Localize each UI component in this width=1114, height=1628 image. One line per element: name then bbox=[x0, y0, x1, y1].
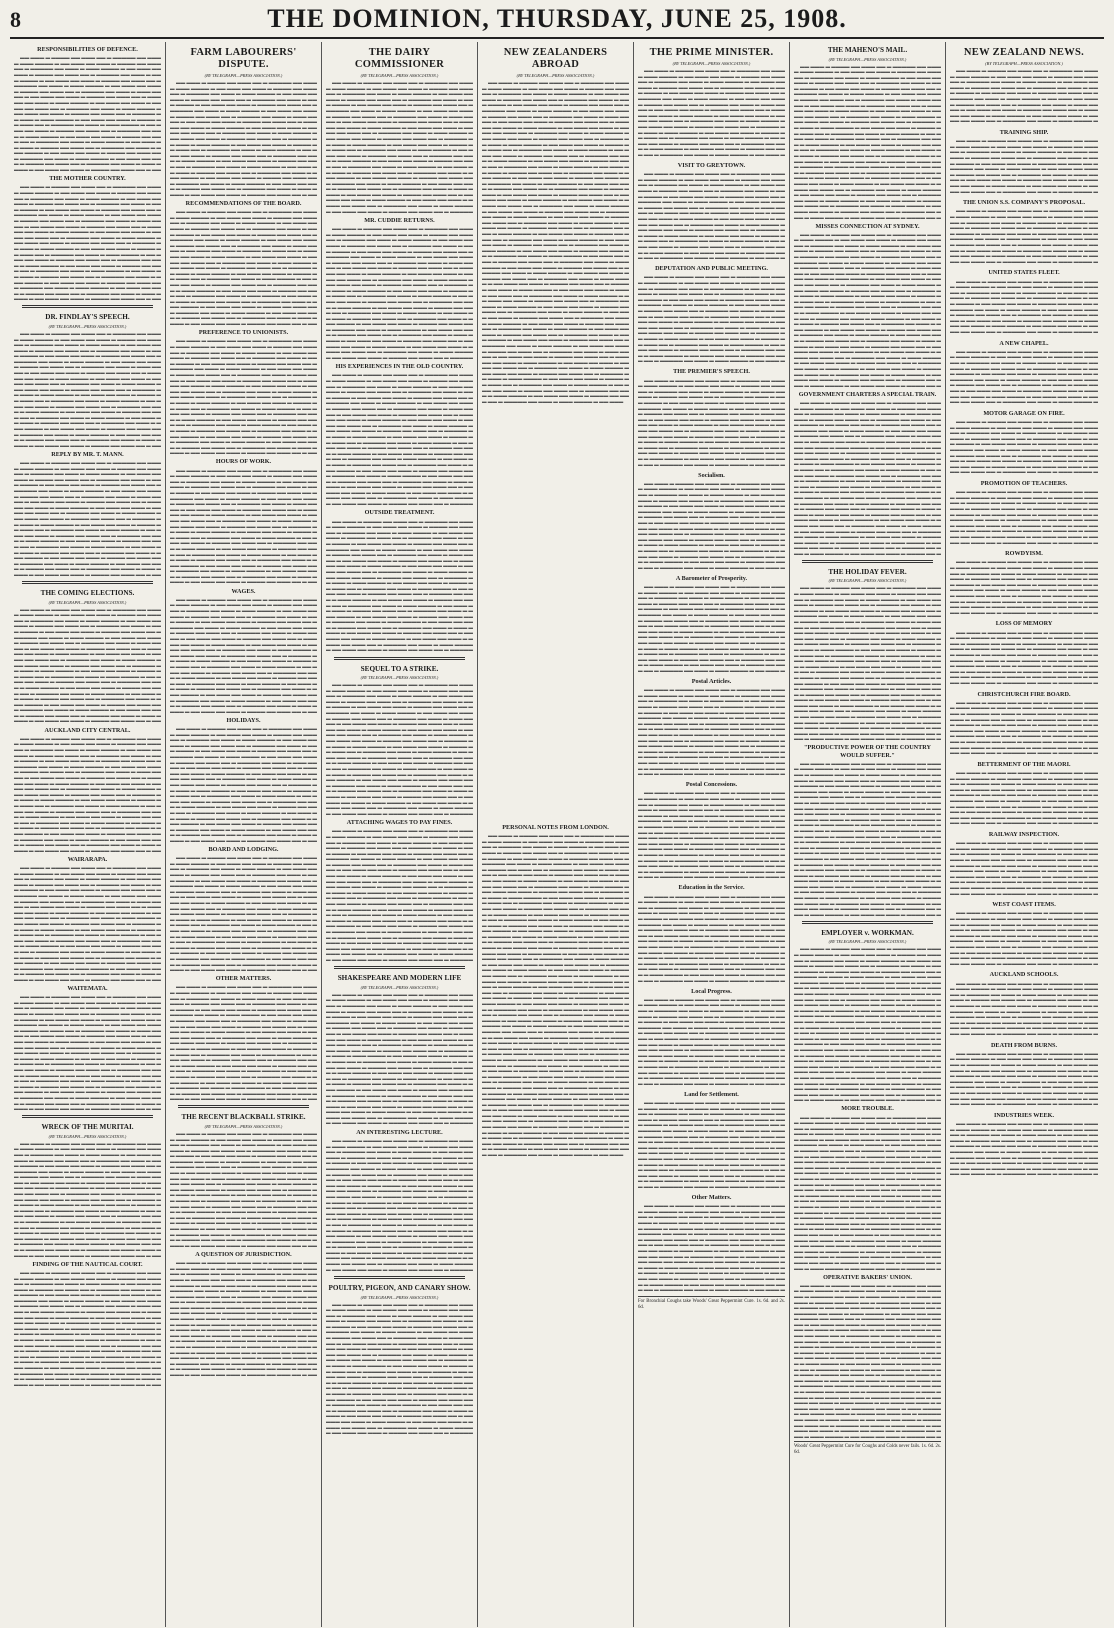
article-body-texture: ▬▬ ▬▬▬ ▬ ▬▬▬▬ ▬▬ ▬▬▬ ▬▬ ▬ ▬▬▬▬▬ ▬▬ ▬▬▬ ▬ ▬▬▬ ▬▬▬▬ ▬ ▬▬ ▬▬▬ ▬▬ ▬▬▬ ▬ ▬▬▬▬ ▬▬ ▬▬▬ ▬▬ ▬ ▬▬▬▬▬ ▬▬ ▬▬▬ ▬ ▬▬▬ ▬▬▬▬ ▬ ▬▬ ▬▬▬ ▬▬ ▬▬▬ ▬ ▬▬▬▬ ▬▬ ▬▬▬ ▬▬ ▬ ▬▬▬▬▬ ▬▬ ▬▬▬ ▬ ▬▬▬ ▬▬▬▬ ▬ ▬▬ ▬▬▬ ▬▬ ▬▬▬ ▬ ▬▬▬▬ ▬▬ ▬▬▬ ▬▬ ▬ ▬▬▬▬▬ ▬▬ ▬▬▬ ▬ ▬▬▬ ▬▬▬▬ ▬ ▬▬ ▬▬▬ ▬▬ ▬▬▬ ▬ ▬▬▬▬ ▬▬ ▬▬▬ ▬▬ ▬ ▬▬▬▬▬ ▬▬ ▬▬▬ ▬ ▬▬▬ ▬▬▬▬ ▬ ▬▬ ▬▬▬ ▬▬ ▬▬▬ ▬ ▬▬▬▬ ▬▬ ▬▬▬ ▬▬ ▬ ▬▬▬▬▬ ▬▬ ▬▬▬ ▬ ▬▬▬ ▬▬▬▬ ▬ ▬▬ ▬▬▬ ▬▬ ▬▬▬ ▬ ▬▬▬▬ ▬▬ ▬▬▬ ▬▬ ▬ ▬▬▬▬▬ ▬▬ ▬▬▬ ▬ ▬▬▬ ▬▬▬▬ ▬ bbox=[950, 699, 1098, 756]
headline: SEQUEL TO A STRIKE. bbox=[360, 664, 439, 673]
article-body-texture: ▬▬ ▬▬▬ ▬ ▬▬▬▬ ▬▬ ▬▬▬ ▬▬ ▬ ▬▬▬▬▬ ▬▬ ▬▬▬ ▬ ▬▬▬ ▬▬▬▬ ▬ ▬▬ ▬▬▬ ▬▬ ▬▬▬ ▬ ▬▬▬▬ ▬▬ ▬▬▬ ▬▬ ▬ ▬▬▬▬▬ ▬▬ ▬▬▬ ▬ ▬▬▬ ▬▬▬▬ ▬ ▬▬ ▬▬▬ ▬▬ ▬▬▬ ▬ ▬▬▬▬ ▬▬ ▬▬▬ ▬▬ ▬ ▬▬▬▬▬ ▬▬ ▬▬▬ ▬ ▬▬▬ ▬▬▬▬ ▬ ▬▬ ▬▬▬ ▬▬ ▬▬▬ ▬ ▬▬▬▬ ▬▬ ▬▬▬ ▬▬ ▬ ▬▬▬▬▬ ▬▬ ▬▬▬ ▬ ▬▬▬ ▬▬▬▬ ▬ ▬▬ ▬▬▬ ▬▬ ▬▬▬ ▬ ▬▬▬▬ ▬▬ ▬▬▬ ▬▬ ▬ ▬▬▬▬▬ ▬▬ ▬▬▬ ▬ ▬▬▬ ▬▬▬▬ ▬ ▬▬ ▬▬▬ ▬▬ ▬▬▬ ▬ ▬▬▬▬ ▬▬ ▬▬▬ ▬▬ ▬ ▬▬▬▬▬ ▬▬ ▬▬▬ ▬ ▬▬▬ ▬▬▬▬ ▬ ▬▬ ▬▬▬ ▬▬ ▬▬▬ ▬ ▬▬▬▬ ▬▬ ▬▬▬ ▬▬ ▬ ▬▬▬▬▬ ▬▬ ▬▬▬ ▬ ▬▬▬ ▬▬▬▬ ▬ bbox=[950, 1121, 1098, 1177]
headline: EMPLOYER v. WORKMAN. bbox=[821, 928, 914, 937]
headline: REPLY BY MR. T. MANN. bbox=[51, 450, 124, 458]
masthead bbox=[10, 4, 1104, 39]
headline: THE RECENT BLACKBALL STRIKE. bbox=[181, 1113, 306, 1122]
article-body-texture: ▬▬ ▬▬▬ ▬ ▬▬▬▬ ▬▬ ▬▬▬ ▬▬ ▬ ▬▬▬▬▬ ▬▬ ▬▬▬ ▬ ▬▬▬ ▬▬▬▬ ▬ ▬▬ ▬▬▬ ▬▬ ▬▬▬ ▬ ▬▬▬▬ ▬▬ ▬▬▬ ▬▬ ▬ ▬▬▬▬▬ ▬▬ ▬▬▬ ▬ ▬▬▬ ▬▬▬▬ ▬ ▬▬ ▬▬▬ ▬▬ ▬▬▬ ▬ ▬▬▬▬ ▬▬ ▬▬▬ ▬▬ ▬ ▬▬▬▬▬ ▬▬ ▬▬▬ ▬ ▬▬▬ ▬▬▬▬ ▬ ▬▬ ▬▬▬ ▬▬ ▬▬▬ ▬ ▬▬▬▬ ▬▬ ▬▬▬ ▬▬ ▬ ▬▬▬▬▬ ▬▬ ▬▬▬ ▬ ▬▬▬ ▬▬▬▬ ▬ ▬▬ ▬▬▬ ▬▬ ▬▬▬ ▬ ▬▬▬▬ ▬▬ ▬▬▬ ▬▬ ▬ ▬▬▬▬▬ ▬▬ ▬▬▬ ▬ ▬▬▬ ▬▬▬▬ ▬ ▬▬ ▬▬▬ ▬▬ ▬▬▬ ▬ ▬▬▬▬ ▬▬ ▬▬▬ ▬▬ ▬ ▬▬▬▬▬ ▬▬ ▬▬▬ ▬ ▬▬▬ ▬▬▬▬ ▬ ▬▬ ▬▬▬ ▬▬ ▬▬▬ ▬ ▬▬▬▬ ▬▬ ▬▬▬ ▬▬ ▬ ▬▬▬▬▬ ▬▬ ▬▬▬ ▬ ▬▬▬ ▬▬▬▬ ▬ bbox=[950, 629, 1098, 685]
article-body-texture: ▬▬ ▬▬▬ ▬ ▬▬▬▬ ▬▬ ▬▬▬ ▬▬ ▬ ▬▬▬▬▬ ▬▬ ▬▬▬ ▬ ▬▬▬ ▬▬▬▬ ▬ ▬▬ ▬▬▬ ▬▬ ▬▬▬ ▬ ▬▬▬▬ ▬▬ ▬▬▬ ▬▬ ▬ ▬▬▬▬▬ ▬▬ ▬▬▬ ▬ ▬▬▬ ▬▬▬▬ ▬ ▬▬ ▬▬▬ ▬▬ ▬▬▬ ▬ ▬▬▬▬ ▬▬ ▬▬▬ ▬▬ ▬ ▬▬▬▬▬ ▬▬ ▬▬▬ ▬ ▬▬▬ ▬▬▬▬ ▬ ▬▬ ▬▬▬ ▬▬ ▬▬▬ ▬ ▬▬▬▬ ▬▬ ▬▬▬ ▬▬ ▬ ▬▬▬▬▬ ▬▬ ▬▬▬ ▬ ▬▬▬ ▬▬▬▬ ▬ ▬▬ ▬▬▬ ▬▬ ▬▬▬ ▬ ▬▬▬▬ ▬▬ ▬▬▬ ▬▬ ▬ ▬▬▬▬▬ ▬▬ ▬▬▬ ▬ ▬▬▬ ▬▬▬▬ ▬ ▬▬ ▬▬▬ ▬▬ ▬▬▬ ▬ ▬▬▬▬ ▬▬ ▬▬▬ ▬▬ ▬ ▬▬▬▬▬ ▬▬ ▬▬▬ ▬ ▬▬▬ ▬▬▬▬ ▬ ▬▬ ▬▬▬ ▬▬ ▬▬▬ ▬ ▬▬▬▬ ▬▬ ▬▬▬ ▬▬ ▬ ▬▬▬▬▬ ▬▬ ▬▬▬ ▬ ▬▬▬ ▬▬▬▬ ▬ ▬▬ ▬▬▬ ▬▬ ▬▬▬ ▬ ▬▬▬▬ ▬▬ ▬▬▬ ▬▬ ▬ ▬▬▬▬▬ ▬▬ ▬▬▬ ▬ ▬▬▬ ▬▬▬▬ ▬ ▬▬ ▬▬▬ ▬▬ ▬▬▬ ▬ ▬▬▬▬ ▬▬ ▬▬▬ ▬▬ ▬ ▬▬▬▬▬ ▬▬ ▬▬▬ ▬ ▬▬▬ ▬▬▬▬ ▬ ▬▬ ▬▬▬ ▬▬ ▬▬▬ ▬ ▬▬▬▬ ▬▬ ▬▬▬ ▬▬ ▬ ▬▬▬▬▬ ▬▬ ▬▬▬ ▬ ▬▬▬ ▬▬▬▬ ▬ ▬▬ ▬▬▬ ▬▬ ▬▬▬ ▬ ▬▬▬▬ ▬▬ ▬▬▬ ▬▬ ▬ ▬▬▬▬▬ ▬▬ ▬▬▬ ▬ ▬▬▬ ▬▬▬▬ ▬ ▬▬ ▬▬▬ ▬▬ ▬▬▬ ▬ ▬▬▬▬ ▬▬ ▬▬▬ ▬▬ ▬ ▬▬▬▬▬ ▬▬ ▬▬▬ ▬ ▬▬▬ ▬▬▬▬ ▬ ▬▬ ▬▬▬ ▬▬ ▬▬▬ ▬ ▬▬▬▬ ▬▬ ▬▬▬ ▬▬ ▬ ▬▬▬▬▬ ▬▬ ▬▬▬ ▬ ▬▬▬ ▬▬▬▬ ▬ ▬▬ ▬▬▬ ▬▬ ▬▬▬ ▬ ▬▬▬▬ ▬▬ ▬▬▬ ▬▬ ▬ ▬▬▬▬▬ ▬▬ ▬▬▬ ▬ ▬▬▬ ▬▬▬▬ ▬ ▬▬ ▬▬▬ ▬▬ ▬▬▬ ▬ ▬▬▬▬ ▬▬ ▬▬▬ ▬▬ ▬ ▬▬ bbox=[170, 596, 317, 713]
article-body-texture: ▬▬ ▬▬▬ ▬ ▬▬▬▬ ▬▬ ▬▬▬ ▬▬ ▬ ▬▬▬▬▬ ▬▬ ▬▬▬ ▬ ▬▬▬ ▬▬▬▬ ▬ ▬▬ ▬▬▬ ▬▬ ▬▬▬ ▬ ▬▬▬▬ ▬▬ ▬▬▬ ▬▬ ▬ ▬▬▬▬▬ ▬▬ ▬▬▬ ▬ ▬▬▬ ▬▬▬▬ ▬ ▬▬ ▬▬▬ ▬▬ ▬▬▬ ▬ ▬▬▬▬ ▬▬ ▬▬▬ ▬▬ ▬ ▬▬▬▬▬ ▬▬ ▬▬▬ ▬ ▬▬▬ ▬▬▬▬ ▬ ▬▬ ▬▬▬ ▬▬ ▬▬▬ ▬ ▬▬▬▬ ▬▬ ▬▬▬ ▬▬ ▬ ▬▬▬▬▬ ▬▬ ▬▬▬ ▬ ▬▬▬ ▬▬▬▬ ▬ ▬▬ ▬▬▬ ▬▬ ▬▬▬ ▬ ▬▬▬▬ ▬▬ ▬▬▬ ▬▬ ▬ ▬▬▬▬▬ ▬▬ ▬▬▬ ▬ ▬▬▬ ▬▬▬▬ ▬ ▬▬ ▬▬▬ ▬▬ ▬▬▬ ▬ ▬▬▬▬ ▬▬ ▬▬▬ ▬▬ ▬ ▬▬▬▬▬ ▬▬ ▬▬▬ ▬ ▬▬▬ ▬▬▬▬ ▬ ▬▬ ▬▬▬ ▬▬ ▬▬▬ ▬ ▬▬▬▬ ▬▬ ▬▬▬ ▬▬ ▬ ▬▬▬▬▬ ▬▬ ▬▬▬ ▬ ▬▬▬ ▬▬▬▬ ▬ ▬▬ ▬▬▬ ▬▬ ▬▬▬ ▬ ▬▬▬▬ ▬▬ ▬▬▬ ▬▬ ▬ ▬▬▬▬▬ ▬▬ ▬▬▬ ▬ ▬▬▬ ▬▬▬▬ ▬ ▬▬ ▬▬▬ ▬▬ ▬▬▬ ▬ ▬▬▬▬ ▬▬ ▬▬▬ ▬▬ ▬ ▬▬▬▬▬ ▬▬ ▬▬▬ ▬ ▬▬▬ ▬▬▬▬ ▬ ▬▬ ▬▬▬ ▬▬ ▬▬▬ ▬ ▬▬▬▬ ▬▬ ▬▬▬ ▬▬ ▬ ▬▬▬▬▬ ▬▬ ▬▬▬ ▬ ▬▬▬ ▬▬▬▬ ▬ ▬▬ ▬▬▬ ▬▬ ▬▬▬ ▬ ▬▬▬▬ ▬▬ ▬▬▬ ▬▬ ▬ ▬▬▬▬▬ ▬▬ ▬▬▬ ▬ ▬▬▬ ▬▬▬▬ ▬ ▬▬ ▬▬▬ ▬▬ ▬▬▬ ▬ ▬▬▬▬ ▬▬ ▬▬▬ ▬▬ ▬ ▬▬▬▬▬ ▬▬ ▬▬▬ ▬ ▬▬▬ ▬▬▬▬ ▬ ▬▬ ▬▬▬ ▬▬ ▬▬▬ ▬ ▬▬▬▬ ▬▬ ▬▬▬ ▬▬ ▬ ▬▬▬▬▬ ▬▬ ▬▬▬ ▬ ▬▬▬ ▬▬▬▬ ▬ ▬▬ ▬▬▬ ▬▬ ▬▬▬ ▬ ▬▬▬▬ ▬▬ ▬▬▬ ▬▬ ▬ ▬▬▬▬▬ ▬▬ ▬▬▬ ▬ ▬▬▬ ▬▬▬▬ ▬ ▬▬ ▬▬▬ ▬▬ ▬▬▬ ▬ ▬▬▬▬ ▬▬ ▬▬▬ ▬▬ ▬ ▬▬▬▬▬ ▬▬ ▬▬▬ ▬ ▬▬▬ ▬▬▬▬ ▬ ▬▬ ▬▬▬ ▬▬ ▬▬▬ ▬ ▬▬▬▬ ▬▬ ▬▬▬ ▬▬ ▬ ▬▬▬▬▬ ▬▬ ▬▬▬ ▬ ▬▬▬ ▬▬▬▬ ▬ ▬▬ ▬▬▬ ▬▬ ▬▬▬ ▬ ▬▬▬▬ ▬▬ ▬▬▬ ▬▬ ▬ ▬▬▬▬▬ ▬▬ ▬▬▬ ▬ ▬▬▬ ▬▬▬▬ ▬ ▬▬ ▬▬▬ ▬▬ ▬▬▬ ▬ ▬▬▬▬ ▬▬ ▬▬▬ ▬▬ ▬ ▬▬▬▬▬ ▬▬ ▬▬▬ ▬ ▬▬▬ ▬▬▬▬ ▬ ▬▬ ▬▬▬ ▬▬ ▬▬▬ ▬ ▬▬▬▬ ▬▬ ▬▬▬ ▬▬ ▬ ▬▬▬▬▬ ▬▬ ▬▬▬ ▬ ▬▬▬ ▬▬▬▬ ▬ ▬▬ ▬▬▬ ▬▬ ▬▬▬ ▬ ▬▬▬▬ ▬▬ ▬ bbox=[794, 63, 941, 219]
column-container bbox=[10, 42, 1104, 1627]
headline: UNITED STATES FLEET. bbox=[988, 269, 1060, 277]
article-body-texture: ▬▬ ▬▬▬ ▬ ▬▬▬▬ ▬▬ ▬▬▬ ▬▬ ▬ ▬▬▬▬▬ ▬▬ ▬▬▬ ▬ ▬▬▬ ▬▬▬▬ ▬ ▬▬ ▬▬▬ ▬▬ ▬▬▬ ▬ ▬▬▬▬ ▬▬ ▬▬▬ ▬▬ ▬ ▬▬▬▬▬ ▬▬ ▬▬▬ ▬ ▬▬▬ ▬▬▬▬ ▬ ▬▬ ▬▬▬ ▬▬ ▬▬▬ ▬ ▬▬▬▬ ▬▬ ▬▬▬ ▬▬ ▬ ▬▬▬▬▬ ▬▬ ▬▬▬ ▬ ▬▬▬ ▬▬▬▬ ▬ ▬▬ ▬▬▬ ▬▬ ▬▬▬ ▬ ▬▬▬▬ ▬▬ ▬▬▬ ▬▬ ▬ ▬▬▬▬▬ ▬▬ ▬▬▬ ▬ ▬▬▬ ▬▬▬▬ ▬ ▬▬ ▬▬▬ ▬▬ ▬▬▬ ▬ ▬▬▬▬ ▬▬ ▬▬▬ ▬▬ ▬ ▬▬▬▬▬ ▬▬ ▬▬▬ ▬ ▬▬▬ ▬▬▬▬ ▬ ▬▬ ▬▬▬ ▬▬ ▬▬▬ ▬ ▬▬▬▬ ▬▬ ▬▬▬ ▬▬ ▬ ▬▬▬▬▬ ▬▬ ▬▬▬ ▬ ▬▬▬ ▬▬▬▬ ▬ ▬▬ ▬▬▬ ▬▬ ▬▬▬ ▬ ▬▬▬▬ ▬▬ ▬▬▬ ▬▬ ▬ ▬▬▬▬▬ ▬▬ ▬▬▬ ▬ ▬▬▬ ▬▬▬▬ ▬ bbox=[950, 138, 1098, 194]
headline: BETTERMENT OF THE MAORI. bbox=[977, 760, 1071, 768]
dateline: (BY TELEGRAPH—PRESS ASSOCIATION.) bbox=[828, 56, 907, 62]
article-body-texture: ▬▬ ▬▬▬ ▬ ▬▬▬▬ ▬▬ ▬▬▬ ▬▬ ▬ ▬▬▬▬▬ ▬▬ ▬▬▬ ▬ ▬▬▬ ▬▬▬▬ ▬ ▬▬ ▬▬▬ ▬▬ ▬▬▬ ▬ ▬▬▬▬ ▬▬ ▬▬▬ ▬▬ ▬ ▬▬▬▬▬ ▬▬ ▬▬▬ ▬ ▬▬▬ ▬▬▬▬ ▬ ▬▬ ▬▬▬ ▬▬ ▬▬▬ ▬ ▬▬▬▬ ▬▬ ▬▬▬ ▬▬ ▬ ▬▬▬▬▬ ▬▬ ▬▬▬ ▬ ▬▬▬ ▬▬▬▬ ▬ ▬▬ ▬▬▬ ▬▬ ▬▬▬ ▬ ▬▬▬▬ ▬▬ ▬▬▬ ▬▬ ▬ ▬▬▬▬▬ ▬▬ ▬▬▬ ▬ ▬▬▬ ▬▬▬▬ ▬ ▬▬ ▬▬▬ ▬▬ ▬▬▬ ▬ ▬▬▬▬ ▬▬ ▬▬▬ ▬▬ ▬ ▬▬▬▬▬ ▬▬ ▬▬▬ ▬ ▬▬▬ ▬▬▬▬ ▬ ▬▬ ▬▬▬ ▬▬ ▬▬▬ ▬ ▬▬▬▬ ▬▬ ▬▬▬ ▬▬ ▬ ▬▬▬▬▬ ▬▬ ▬▬▬ ▬ ▬▬▬ ▬▬▬▬ ▬ ▬▬ ▬▬▬ ▬▬ ▬▬▬ ▬ ▬▬▬▬ ▬▬ ▬▬▬ ▬▬ ▬ ▬▬▬▬▬ ▬▬ ▬▬▬ ▬ ▬▬▬ ▬▬▬▬ ▬ ▬▬ ▬▬▬ ▬▬ ▬▬▬ ▬ ▬▬▬▬ ▬▬ ▬▬▬ ▬▬ ▬ ▬▬▬▬▬ ▬▬ ▬▬▬ ▬ ▬▬▬ ▬▬▬▬ ▬ ▬▬ ▬▬▬ ▬▬ ▬▬▬ ▬ ▬▬▬▬ ▬▬ ▬▬▬ ▬▬ ▬ ▬▬▬▬▬ ▬▬ ▬▬▬ ▬ ▬▬▬ ▬▬▬▬ ▬ ▬▬ ▬▬▬ ▬▬ ▬▬▬ ▬ ▬▬▬▬ ▬▬ ▬▬▬ ▬▬ ▬ ▬▬▬▬▬ ▬▬ ▬▬▬ ▬ ▬▬▬ ▬▬▬▬ ▬ ▬▬ ▬▬▬ ▬▬ ▬▬▬ ▬ ▬▬▬▬ ▬▬ ▬▬▬ ▬▬ ▬ ▬▬▬▬▬ ▬▬ ▬▬▬ ▬ ▬▬▬ ▬▬▬▬ ▬ ▬▬ ▬▬▬ ▬▬ ▬▬▬ ▬ ▬▬▬▬ ▬▬ ▬▬▬ ▬▬ ▬ ▬▬▬▬▬ ▬▬ ▬▬▬ ▬ ▬▬▬ ▬▬▬▬ ▬ ▬▬ ▬▬▬ ▬▬ ▬▬▬ ▬ ▬▬▬▬ ▬▬ ▬▬▬ ▬▬ ▬ ▬▬▬▬▬ ▬▬ ▬▬▬ ▬ ▬▬▬ ▬▬▬▬ ▬ ▬▬ ▬▬▬ ▬▬ ▬▬▬ ▬ ▬▬▬▬ ▬▬ ▬▬▬ ▬▬ ▬ ▬▬▬▬▬ ▬▬ ▬▬▬ ▬ ▬▬▬ ▬▬▬▬ ▬ ▬▬ ▬▬▬ ▬▬ ▬▬▬ ▬ ▬▬▬▬ ▬▬ ▬▬▬ ▬▬ ▬ ▬▬ bbox=[170, 1260, 317, 1377]
article-body-texture: ▬▬ ▬▬▬ ▬ ▬▬▬▬ ▬▬ ▬▬▬ ▬▬ ▬ ▬▬▬▬▬ ▬▬ ▬▬▬ ▬ ▬▬▬ ▬▬▬▬ ▬ ▬▬ ▬▬▬ ▬▬ ▬▬▬ ▬ ▬▬▬▬ ▬▬ ▬▬▬ ▬▬ ▬ ▬▬▬▬▬ ▬▬ ▬▬▬ ▬ ▬▬▬ ▬▬▬▬ ▬ ▬▬ ▬▬▬ ▬▬ ▬▬▬ ▬ ▬▬▬▬ ▬▬ ▬▬▬ ▬▬ ▬ ▬▬▬▬▬ ▬▬ ▬▬▬ ▬ ▬▬▬ ▬▬▬▬ ▬ ▬▬ ▬▬▬ ▬▬ ▬▬▬ ▬ ▬▬▬▬ ▬▬ ▬▬▬ ▬▬ ▬ ▬▬▬▬▬ ▬▬ ▬▬▬ ▬ ▬▬▬ ▬▬▬▬ ▬ ▬▬ ▬▬▬ ▬▬ ▬▬▬ ▬ ▬▬▬▬ ▬▬ ▬▬▬ ▬▬ ▬ ▬▬▬▬▬ ▬▬ ▬▬▬ ▬ ▬▬▬ ▬▬▬▬ ▬ ▬▬ ▬▬▬ ▬▬ ▬▬▬ ▬ ▬▬▬▬ ▬▬ ▬▬▬ ▬▬ ▬ ▬▬▬▬▬ ▬▬ ▬▬▬ ▬ ▬▬▬ ▬▬▬▬ ▬ ▬▬ ▬▬▬ ▬▬ ▬▬▬ ▬ ▬▬▬▬ ▬▬ ▬▬▬ ▬▬ ▬ ▬▬▬▬▬ ▬▬ ▬▬▬ ▬ ▬▬▬ ▬▬▬▬ ▬ ▬▬ ▬▬▬ ▬▬ ▬▬▬ ▬ ▬▬▬▬ ▬▬ ▬▬▬ ▬▬ ▬ ▬▬▬▬▬ ▬▬ ▬▬▬ ▬ ▬▬▬ ▬▬▬▬ ▬ ▬▬ ▬▬▬ ▬▬ ▬▬▬ ▬ ▬▬▬▬ ▬▬ ▬▬▬ ▬▬ ▬ ▬▬▬▬▬ ▬▬ ▬▬▬ ▬ ▬▬▬ ▬▬▬▬ ▬ ▬▬ ▬▬▬ ▬▬ ▬▬▬ ▬ ▬▬▬▬ ▬▬ ▬▬▬ ▬▬ ▬ ▬▬▬▬▬ ▬▬ ▬▬▬ ▬ ▬▬▬ ▬▬▬▬ ▬ ▬▬ ▬▬▬ ▬▬ ▬▬▬ ▬ ▬▬▬▬ ▬▬ ▬▬▬ ▬▬ ▬ ▬▬▬▬▬ ▬▬ ▬▬▬ ▬ ▬▬▬ ▬▬▬▬ ▬ ▬▬ ▬▬▬ ▬▬ ▬▬▬ ▬ ▬▬▬▬ ▬▬ ▬▬▬ ▬▬ ▬ ▬▬▬▬▬ ▬▬ ▬▬▬ ▬ ▬▬▬ ▬▬▬▬ ▬ ▬▬ ▬▬▬ ▬▬ ▬▬▬ ▬ ▬▬▬▬ ▬▬ ▬▬▬ ▬▬ ▬ ▬▬▬▬▬ ▬▬ ▬▬▬ ▬ ▬▬▬ ▬▬▬▬ ▬ ▬▬ ▬▬▬ ▬▬ ▬▬▬ ▬ ▬▬▬▬ ▬▬ ▬▬▬ ▬▬ ▬ ▬▬▬▬▬ ▬▬ ▬▬▬ ▬ ▬▬▬ ▬▬▬▬ ▬ ▬▬ ▬▬▬ ▬▬ ▬▬▬ ▬ ▬▬▬▬ ▬▬ ▬▬▬ ▬▬ ▬ ▬▬▬▬▬ ▬▬ ▬▬▬ ▬ ▬▬▬ ▬▬▬▬ ▬ ▬▬ ▬▬▬ ▬▬ ▬▬▬ ▬ ▬▬▬▬ ▬▬ ▬▬▬ ▬▬ ▬ ▬▬▬▬▬ ▬▬ ▬▬▬ ▬ ▬▬▬ ▬▬▬▬ ▬ ▬▬ ▬▬▬ ▬▬ ▬▬▬ ▬ ▬▬▬▬ ▬▬ ▬▬▬ ▬▬ ▬ ▬▬▬▬▬ ▬▬ ▬▬▬ ▬ ▬▬▬ ▬▬▬▬ ▬ ▬▬ ▬▬▬ ▬▬ ▬▬▬ ▬ ▬▬▬▬ ▬▬ ▬▬▬ ▬▬ ▬ ▬▬▬▬▬ ▬▬ ▬▬▬ ▬ ▬▬▬ ▬▬▬▬ ▬ ▬▬ ▬▬▬ ▬▬ ▬▬▬ ▬ ▬▬▬▬ ▬▬ ▬▬▬ ▬▬ ▬ ▬▬▬▬▬ ▬▬ ▬▬▬ ▬ ▬▬▬ ▬▬▬▬ ▬ ▬▬ ▬▬▬ ▬▬ ▬▬▬ ▬ ▬▬▬▬ ▬▬ ▬ bbox=[794, 399, 941, 555]
article-body-texture: ▬▬ ▬▬▬ ▬ ▬▬▬▬ ▬▬ ▬▬▬ ▬▬ ▬ ▬▬▬▬▬ ▬▬ ▬▬▬ ▬ ▬▬▬ ▬▬▬▬ ▬ ▬▬ ▬▬▬ ▬▬ ▬▬▬ ▬ ▬▬▬▬ ▬▬ ▬▬▬ ▬▬ ▬ ▬▬▬▬▬ ▬▬ ▬▬▬ ▬ ▬▬▬ ▬▬▬▬ ▬ ▬▬ ▬▬▬ ▬▬ ▬▬▬ ▬ ▬▬▬▬ ▬▬ ▬▬▬ ▬▬ ▬ ▬▬▬▬▬ ▬▬ ▬▬▬ ▬ ▬▬▬ ▬▬▬▬ ▬ ▬▬ ▬▬▬ ▬▬ ▬▬▬ ▬ ▬▬▬▬ ▬▬ ▬▬▬ ▬▬ ▬ ▬▬▬▬▬ ▬▬ ▬▬▬ ▬ ▬▬▬ ▬▬▬▬ ▬ ▬▬ ▬▬▬ ▬▬ ▬▬▬ ▬ ▬▬▬▬ ▬▬ ▬▬▬ ▬▬ ▬ ▬▬▬▬▬ ▬▬ ▬▬▬ ▬ ▬▬▬ ▬▬▬▬ ▬ ▬▬ ▬▬▬ ▬▬ ▬▬▬ ▬ ▬▬▬▬ ▬▬ ▬▬▬ ▬▬ ▬ ▬▬▬▬▬ ▬▬ ▬▬▬ ▬ ▬▬▬ ▬▬▬▬ ▬ ▬▬ ▬▬▬ ▬▬ ▬▬▬ ▬ ▬▬▬▬ ▬▬ ▬▬▬ ▬▬ ▬ ▬▬▬▬▬ ▬▬ ▬▬▬ ▬ ▬▬▬ ▬▬▬▬ ▬ ▬▬ ▬▬▬ ▬▬ ▬▬▬ ▬ ▬▬▬▬ ▬▬ ▬▬▬ ▬▬ ▬ ▬▬▬▬▬ ▬▬ ▬▬▬ ▬ ▬▬▬ ▬▬▬▬ ▬ ▬▬ ▬▬▬ ▬▬ ▬▬▬ ▬ ▬▬▬▬ ▬▬ ▬▬▬ ▬▬ ▬ ▬▬▬▬▬ ▬▬ ▬▬▬ ▬ ▬▬▬ ▬▬▬▬ ▬ ▬▬ ▬▬▬ ▬▬ ▬▬▬ ▬ ▬▬▬▬ ▬▬ ▬▬▬ ▬▬ ▬ ▬▬▬▬▬ ▬▬ ▬▬▬ ▬ ▬▬▬ ▬▬▬▬ ▬ ▬▬ ▬▬▬ ▬▬ ▬▬▬ ▬ ▬▬▬▬ ▬▬ ▬▬▬ ▬▬ ▬ ▬▬▬▬▬ ▬▬ ▬▬▬ ▬ ▬▬▬ ▬▬▬▬ ▬ ▬▬ ▬▬▬ ▬▬ ▬▬▬ ▬ ▬▬▬▬ ▬▬ ▬▬▬ ▬▬ ▬ ▬▬▬▬▬ ▬▬ ▬▬▬ ▬ ▬▬▬ ▬▬▬▬ ▬ ▬▬ ▬▬▬ ▬▬ ▬▬▬ ▬ ▬▬▬▬ ▬▬ ▬▬▬ ▬▬ ▬ ▬▬▬▬▬ ▬▬ ▬▬▬ ▬ ▬▬▬ ▬▬▬▬ ▬ ▬▬ ▬▬▬ ▬▬ ▬▬▬ ▬ ▬▬▬▬ ▬▬ ▬▬▬ ▬▬ ▬ ▬▬▬▬▬ ▬▬ ▬▬▬ ▬ ▬▬▬ ▬▬▬▬ ▬ ▬▬ ▬▬▬ ▬▬ ▬▬▬ ▬ ▬▬▬▬ ▬▬ ▬▬▬ ▬▬ ▬ ▬▬▬▬▬ ▬▬ ▬▬▬ ▬ ▬▬▬ ▬▬▬▬ ▬ ▬▬ ▬▬▬ ▬▬ ▬▬▬ ▬ ▬▬▬▬ ▬▬ ▬▬▬ ▬▬ ▬ ▬▬▬▬▬ ▬▬ ▬▬▬ ▬ ▬▬▬ ▬▬▬▬ ▬ ▬▬ ▬▬▬ ▬▬ ▬▬▬ ▬ ▬▬▬▬ ▬▬ ▬▬▬ ▬▬ ▬ ▬▬▬▬▬ ▬▬ ▬▬▬ ▬ ▬▬▬ ▬▬▬▬ ▬ ▬▬ ▬▬▬ ▬▬ ▬▬▬ ▬ ▬▬▬▬ ▬▬ ▬▬▬ ▬▬ ▬ ▬▬▬▬▬ ▬▬ ▬▬▬ ▬ ▬▬▬ ▬▬▬▬ ▬ ▬▬ ▬▬▬ ▬▬ ▬▬▬ ▬ ▬▬▬▬ ▬▬ ▬▬▬ ▬▬ ▬ ▬▬▬▬▬ ▬▬ ▬▬▬ ▬ ▬▬▬ ▬▬▬▬ ▬ ▬▬ ▬▬▬ ▬▬ ▬▬▬ ▬ ▬▬▬▬ ▬▬ ▬ bbox=[794, 1114, 941, 1270]
article-body-texture: ▬▬ ▬▬▬ ▬ ▬▬▬▬ ▬▬ ▬▬▬ ▬▬ ▬ ▬▬▬▬▬ ▬▬ ▬▬▬ ▬ ▬▬▬ ▬▬▬▬ ▬ ▬▬ ▬▬▬ ▬▬ ▬▬▬ ▬ ▬▬▬▬ ▬▬ ▬▬▬ ▬▬ ▬ ▬▬▬▬▬ ▬▬ ▬▬▬ ▬ ▬▬▬ ▬▬▬▬ ▬ ▬▬ ▬▬▬ ▬▬ ▬▬▬ ▬ ▬▬▬▬ ▬▬ ▬▬▬ ▬▬ ▬ ▬▬▬▬▬ ▬▬ ▬▬▬ ▬ ▬▬▬ ▬▬▬▬ ▬ ▬▬ ▬▬▬ ▬▬ ▬▬▬ ▬ ▬▬▬▬ ▬▬ ▬▬▬ ▬▬ ▬ ▬▬▬▬▬ ▬▬ ▬▬▬ ▬ ▬▬▬ ▬▬▬▬ ▬ ▬▬ ▬▬▬ ▬▬ ▬▬▬ ▬ ▬▬▬▬ ▬▬ ▬▬▬ ▬▬ ▬ ▬▬▬▬▬ ▬▬ ▬▬▬ ▬ ▬▬▬ ▬▬▬▬ ▬ ▬▬ ▬▬▬ ▬▬ ▬▬▬ ▬ ▬▬▬▬ ▬▬ ▬▬▬ ▬▬ ▬ ▬▬▬▬▬ ▬▬ ▬▬▬ ▬ ▬▬▬ ▬▬▬▬ ▬ ▬▬ ▬▬▬ ▬▬ ▬▬▬ ▬ ▬▬▬▬ ▬▬ ▬▬▬ ▬▬ ▬ ▬▬▬▬▬ ▬▬ ▬▬▬ ▬ ▬▬▬ ▬▬▬▬ ▬ ▬▬ ▬▬▬ ▬▬ ▬▬▬ ▬ ▬▬▬▬ ▬▬ ▬▬▬ ▬▬ ▬ ▬▬▬▬▬ ▬▬ ▬▬▬ ▬ ▬▬▬ ▬▬▬▬ ▬ ▬▬ ▬▬▬ ▬▬ ▬▬▬ ▬ ▬▬▬▬ ▬▬ ▬▬▬ ▬▬ ▬ ▬▬▬▬▬ ▬▬ ▬▬▬ ▬ ▬▬▬ ▬▬▬▬ ▬ ▬▬ ▬▬▬ ▬▬ ▬▬▬ ▬ ▬▬▬▬ ▬▬ ▬▬▬ ▬▬ ▬ ▬▬▬▬▬ ▬▬ ▬▬▬ ▬ ▬▬▬ ▬▬▬▬ ▬ ▬▬ ▬▬▬ ▬▬ ▬▬▬ ▬ ▬▬▬▬ ▬▬ ▬▬▬ ▬▬ ▬ ▬▬▬▬▬ ▬▬ ▬▬▬ ▬ ▬▬▬ ▬▬▬▬ ▬ ▬▬ ▬▬▬ ▬▬ ▬▬▬ ▬ ▬▬▬▬ ▬▬ ▬▬▬ ▬▬ ▬ ▬▬▬▬▬ ▬▬ ▬▬▬ ▬ ▬▬▬ ▬▬▬▬ ▬ ▬▬ ▬▬▬ ▬▬ ▬▬▬ ▬ ▬▬▬▬ ▬▬ ▬▬▬ ▬▬ ▬ ▬▬▬▬▬ ▬▬ ▬▬▬ ▬ ▬▬▬ ▬▬▬▬ ▬ ▬▬ ▬▬▬ ▬▬ ▬▬▬ ▬ ▬▬▬▬ ▬▬ ▬▬▬ ▬▬ ▬ ▬▬▬▬▬ ▬▬ ▬▬▬ ▬ ▬▬▬ ▬▬▬▬ ▬ ▬▬ ▬▬▬ ▬▬ ▬▬▬ ▬ ▬▬▬▬ ▬▬ ▬▬▬ ▬▬ ▬ ▬▬▬▬▬ ▬▬ ▬▬▬ ▬ ▬▬▬ ▬▬▬▬ ▬ ▬▬ ▬▬▬ ▬▬ ▬▬▬ ▬ ▬▬▬▬ ▬▬ ▬▬▬ ▬▬ ▬ ▬▬▬▬▬ ▬▬ ▬▬▬ ▬ ▬▬▬ ▬▬▬▬ ▬ ▬▬ ▬▬▬ ▬▬ ▬▬▬ ▬ ▬▬▬▬ ▬▬ ▬▬▬ ▬▬ ▬ ▬▬▬▬▬ bbox=[326, 518, 473, 652]
headline: DR. FINDLAY'S SPEECH. bbox=[45, 313, 130, 322]
article-body-texture: ▬▬ ▬▬▬ ▬ ▬▬▬▬ ▬▬ ▬▬▬ ▬▬ ▬ ▬▬▬▬▬ ▬▬ ▬▬▬ ▬ ▬▬▬ ▬▬▬▬ ▬ ▬▬ ▬▬▬ ▬▬ ▬▬▬ ▬ ▬▬▬▬ ▬▬ ▬▬▬ ▬▬ ▬ ▬▬▬▬▬ ▬▬ ▬▬▬ ▬ ▬▬▬ ▬▬▬▬ ▬ ▬▬ ▬▬▬ ▬▬ ▬▬▬ ▬ ▬▬▬▬ ▬▬ ▬▬▬ ▬▬ ▬ ▬▬▬▬▬ ▬▬ ▬▬▬ ▬ ▬▬▬ ▬▬▬▬ ▬ ▬▬ ▬▬▬ ▬▬ ▬▬▬ ▬ ▬▬▬▬ ▬▬ ▬▬▬ ▬▬ ▬ ▬▬▬▬▬ ▬▬ ▬▬▬ ▬ ▬▬▬ ▬▬▬▬ ▬ ▬▬ ▬▬▬ ▬▬ ▬▬▬ ▬ ▬▬▬▬ ▬▬ ▬▬▬ ▬▬ ▬ ▬▬▬▬▬ ▬▬ ▬▬▬ ▬ ▬▬▬ ▬▬▬▬ ▬ ▬▬ ▬▬▬ ▬▬ ▬▬▬ ▬ ▬▬▬▬ ▬▬ ▬▬▬ ▬▬ ▬ ▬▬▬▬▬ ▬▬ ▬▬▬ ▬ ▬▬▬ ▬▬▬▬ ▬ ▬▬ ▬▬▬ ▬▬ ▬▬▬ ▬ ▬▬▬▬ ▬▬ ▬▬▬ ▬▬ ▬ ▬▬▬▬▬ ▬▬ ▬▬▬ ▬ ▬▬▬ ▬▬▬▬ ▬ ▬▬ ▬▬▬ ▬▬ ▬▬▬ ▬ ▬▬▬▬ ▬▬ ▬▬▬ ▬▬ ▬ ▬▬▬▬▬ ▬▬ ▬▬▬ ▬ ▬▬▬ ▬▬▬▬ ▬ ▬▬ ▬▬▬ ▬▬ ▬▬▬ ▬ ▬▬▬▬ ▬▬ ▬▬▬ ▬▬ ▬ ▬▬▬▬▬ ▬▬ ▬▬▬ ▬ ▬▬▬ ▬▬▬▬ ▬ ▬▬ ▬▬▬ ▬▬ ▬▬▬ ▬ ▬▬▬▬ ▬▬ ▬▬▬ ▬▬ ▬ ▬▬▬▬▬ ▬▬ ▬▬▬ ▬ ▬▬▬ ▬▬▬▬ ▬ ▬▬ ▬▬▬ ▬▬ ▬▬▬ ▬ ▬▬▬▬ ▬▬ ▬▬▬ ▬▬ ▬ ▬▬▬▬▬ ▬▬ ▬▬▬ ▬ ▬▬▬ ▬▬▬▬ ▬ ▬▬ ▬▬▬ ▬▬ ▬▬▬ ▬ ▬▬▬▬ ▬▬ ▬▬▬ ▬▬ ▬ ▬▬▬▬▬ ▬▬ ▬▬▬ ▬ ▬▬▬ ▬▬▬▬ ▬ ▬▬ ▬▬▬ ▬▬ ▬▬▬ ▬ ▬▬▬▬ ▬▬ ▬▬▬ ▬▬ ▬ ▬▬▬▬▬ ▬▬ ▬▬▬ ▬ ▬▬▬ ▬▬▬▬ ▬ ▬▬ ▬▬▬ ▬▬ ▬▬▬ ▬ ▬▬▬▬ ▬▬ ▬▬▬ ▬▬ ▬ ▬▬▬▬▬ ▬▬ ▬▬▬ ▬ ▬▬▬ ▬▬▬▬ ▬ ▬▬ ▬▬▬ ▬▬ ▬▬▬ ▬ ▬▬▬▬ ▬▬ ▬▬▬ ▬▬ ▬ ▬▬▬▬▬ ▬▬ ▬▬▬ ▬ ▬▬▬ ▬▬▬▬ ▬ ▬▬ ▬▬▬ ▬▬ ▬▬▬ ▬ ▬▬▬▬ ▬▬ ▬▬▬ ▬▬ ▬ ▬▬▬▬▬ ▬▬ ▬▬▬ ▬ ▬▬▬ ▬▬▬▬ ▬ ▬▬ ▬▬▬ ▬▬ ▬▬▬ ▬ ▬▬▬▬ ▬▬ ▬▬▬ ▬▬ ▬ ▬▬▬▬▬ bbox=[326, 372, 473, 506]
dateline: (BY TELEGRAPH—PRESS ASSOCIATION.) bbox=[828, 939, 907, 945]
headline: A Barometer of Prosperity. bbox=[675, 574, 748, 582]
headline: THE COMING ELECTIONS. bbox=[40, 589, 135, 598]
section-rule bbox=[22, 1115, 153, 1118]
article-body-texture: ▬▬ ▬▬▬ ▬ ▬▬▬▬ ▬▬ ▬▬▬ ▬▬ ▬ ▬▬▬▬▬ ▬▬ ▬▬▬ ▬ ▬▬▬ ▬▬▬▬ ▬ ▬▬ ▬▬▬ ▬▬ ▬▬▬ ▬ ▬▬▬▬ ▬▬ ▬▬▬ ▬▬ ▬ ▬▬▬▬▬ ▬▬ ▬▬▬ ▬ ▬▬▬ ▬▬▬▬ ▬ ▬▬ ▬▬▬ ▬▬ ▬▬▬ ▬ ▬▬▬▬ ▬▬ ▬▬▬ ▬▬ ▬ ▬▬▬▬▬ ▬▬ ▬▬▬ ▬ ▬▬▬ ▬▬▬▬ ▬ ▬▬ ▬▬▬ ▬▬ ▬▬▬ ▬ ▬▬▬▬ ▬▬ ▬▬▬ ▬▬ ▬ ▬▬▬▬▬ ▬▬ ▬▬▬ ▬ ▬▬▬ ▬▬▬▬ ▬ ▬▬ ▬▬▬ ▬▬ ▬▬▬ ▬ ▬▬▬▬ ▬▬ ▬▬▬ ▬▬ ▬ ▬▬▬▬▬ ▬▬ ▬▬▬ ▬ ▬▬▬ ▬▬▬▬ ▬ ▬▬ ▬▬▬ ▬▬ ▬▬▬ ▬ ▬▬▬▬ ▬▬ ▬▬▬ ▬▬ ▬ ▬▬▬▬▬ ▬▬ ▬▬▬ ▬ ▬▬▬ ▬▬▬▬ ▬ ▬▬ ▬▬▬ ▬▬ ▬▬▬ ▬ ▬▬▬▬ ▬▬ ▬▬▬ ▬▬ ▬ ▬▬▬▬▬ ▬▬ ▬▬▬ ▬ ▬▬▬ ▬▬▬▬ ▬ ▬▬ ▬▬▬ ▬▬ ▬▬▬ ▬ ▬▬▬▬ ▬▬ ▬▬▬ ▬▬ ▬ ▬▬▬▬▬ ▬▬ ▬▬▬ ▬ ▬▬▬ ▬▬▬▬ ▬ ▬▬ ▬▬▬ ▬▬ ▬▬▬ ▬ ▬▬▬▬ ▬▬ ▬▬▬ ▬▬ ▬ ▬▬▬▬▬ ▬▬ ▬▬▬ ▬ ▬▬▬ ▬▬▬▬ ▬ ▬▬ ▬▬▬ ▬▬ ▬▬▬ ▬ ▬▬▬▬ ▬▬ ▬▬▬ ▬▬ ▬ ▬▬▬▬▬ ▬▬ ▬▬▬ ▬ ▬▬▬ ▬▬▬▬ ▬ ▬▬ ▬▬▬ ▬▬ ▬▬▬ ▬ ▬▬▬▬ ▬▬ ▬▬▬ ▬▬ ▬ ▬▬▬▬▬ ▬▬ ▬▬▬ ▬ ▬▬▬ ▬▬▬▬ ▬ ▬▬ ▬▬▬ ▬▬ ▬▬▬ ▬ ▬▬▬▬ ▬▬ ▬▬▬ ▬▬ ▬ ▬▬▬▬▬ ▬▬ ▬▬▬ ▬ ▬▬▬ ▬▬▬▬ ▬ ▬▬ ▬▬▬ ▬▬ ▬▬▬ ▬ ▬▬▬▬ ▬▬ ▬▬▬ ▬▬ ▬ ▬▬▬▬▬ ▬▬ ▬▬▬ ▬ ▬▬▬ ▬▬▬▬ ▬ ▬▬ ▬▬▬ ▬▬ ▬▬▬ ▬ ▬▬▬▬ ▬▬ ▬▬▬ ▬▬ ▬ ▬▬▬▬▬ ▬▬ ▬▬▬ ▬ ▬▬▬ ▬▬▬▬ ▬ ▬▬ ▬▬▬ ▬▬ ▬▬▬ ▬ ▬▬▬▬ ▬▬ ▬▬▬ ▬▬ ▬ ▬▬ bbox=[14, 606, 161, 723]
article-body-texture: ▬▬ ▬▬▬ ▬ ▬▬▬▬ ▬▬ ▬▬▬ ▬▬ ▬ ▬▬▬▬▬ ▬▬ ▬▬▬ ▬ ▬▬▬ ▬▬▬▬ ▬ ▬▬ ▬▬▬ ▬▬ ▬▬▬ ▬ ▬▬▬▬ ▬▬ ▬▬▬ ▬▬ ▬ ▬▬▬▬▬ ▬▬ ▬▬▬ ▬ ▬▬▬ ▬▬▬▬ ▬ ▬▬ ▬▬▬ ▬▬ ▬▬▬ ▬ ▬▬▬▬ ▬▬ ▬▬▬ ▬▬ ▬ ▬▬▬▬▬ ▬▬ ▬▬▬ ▬ ▬▬▬ ▬▬▬▬ ▬ ▬▬ ▬▬▬ ▬▬ ▬▬▬ ▬ ▬▬▬▬ ▬▬ ▬▬▬ ▬▬ ▬ ▬▬▬▬▬ ▬▬ ▬▬▬ ▬ ▬▬▬ ▬▬▬▬ ▬ ▬▬ ▬▬▬ ▬▬ ▬▬▬ ▬ ▬▬▬▬ ▬▬ ▬▬▬ ▬▬ ▬ ▬▬▬▬▬ ▬▬ ▬▬▬ ▬ ▬▬▬ ▬▬▬▬ ▬ ▬▬ ▬▬▬ ▬▬ ▬▬▬ ▬ ▬▬▬▬ ▬▬ ▬▬▬ ▬▬ ▬ ▬▬▬▬▬ ▬▬ ▬▬▬ ▬ ▬▬▬ ▬▬▬▬ ▬ ▬▬ ▬▬▬ ▬▬ ▬▬▬ ▬ ▬▬▬▬ ▬▬ ▬▬▬ ▬▬ ▬ ▬▬▬▬▬ ▬▬ ▬▬▬ ▬ ▬▬▬ ▬▬▬▬ ▬ ▬▬ ▬▬▬ ▬▬ ▬▬▬ ▬ ▬▬▬▬ ▬▬ ▬▬▬ ▬▬ ▬ ▬▬▬▬▬ ▬▬ ▬▬▬ ▬ ▬▬▬ ▬▬▬▬ ▬ ▬▬ ▬▬▬ ▬▬ ▬▬▬ ▬ ▬▬▬▬ ▬▬ ▬▬▬ ▬▬ ▬ ▬▬▬▬▬ ▬▬ ▬▬▬ ▬ ▬▬▬ ▬▬▬▬ ▬ ▬▬ ▬▬▬ ▬▬ ▬▬▬ ▬ ▬▬▬▬ ▬▬ ▬▬▬ ▬▬ ▬ ▬▬▬▬▬ ▬▬ ▬▬▬ ▬ ▬▬▬ ▬▬▬▬ ▬ ▬▬ ▬▬▬ ▬▬ ▬▬▬ ▬ ▬▬▬▬ ▬▬ ▬▬▬ ▬▬ ▬ ▬▬▬▬▬ ▬▬ ▬▬▬ ▬ ▬▬▬ ▬▬▬▬ ▬ ▬▬ ▬▬▬ ▬▬ ▬▬▬ ▬ ▬▬▬▬ ▬▬ ▬▬▬ ▬▬ ▬ ▬▬▬▬▬ ▬▬ ▬▬▬ ▬ ▬▬▬ ▬▬▬▬ ▬ ▬▬ ▬▬▬ ▬▬ ▬▬▬ ▬ ▬▬▬▬ ▬▬ ▬▬▬ ▬▬ ▬ ▬▬▬▬▬ ▬▬ ▬▬▬ ▬ ▬▬▬ ▬▬▬▬ ▬ ▬▬ ▬▬▬ ▬▬ ▬▬▬ ▬ ▬▬▬▬ ▬▬ ▬▬▬ ▬▬ ▬ ▬▬▬▬▬ ▬▬ ▬▬▬ ▬ ▬▬▬ ▬▬▬▬ ▬ ▬▬ ▬▬▬ ▬▬ ▬▬▬ ▬ ▬▬▬▬ ▬▬ ▬▬▬ ▬▬ ▬ ▬▬▬▬▬ ▬▬ ▬▬▬ ▬ ▬▬▬ ▬▬▬▬ ▬ ▬▬ ▬▬▬ ▬▬ ▬▬▬ ▬ ▬▬▬▬ ▬▬ ▬▬▬ ▬▬ ▬ ▬▬▬▬▬ ▬▬ ▬▬▬ ▬ ▬▬▬ ▬▬▬▬ ▬ ▬▬ ▬▬▬ ▬▬ ▬▬▬ ▬ ▬▬▬▬ ▬▬ ▬▬▬ ▬▬ ▬ ▬▬▬▬▬ ▬▬ ▬▬▬ ▬ ▬▬▬ ▬▬▬▬ ▬ ▬▬ ▬▬▬ ▬▬ ▬▬▬ ▬ ▬▬▬▬ ▬▬ ▬▬▬ ▬▬ ▬ ▬▬▬▬▬ ▬▬ ▬▬▬ ▬ ▬▬▬ ▬▬▬▬ ▬ ▬▬ ▬▬▬ ▬▬ ▬▬▬ ▬ ▬▬▬▬ ▬▬ ▬▬▬ ▬▬ ▬ ▬▬▬▬▬ ▬▬ ▬▬▬ ▬ ▬▬▬ ▬▬▬▬ ▬ ▬▬ ▬▬▬ ▬▬ ▬▬▬ ▬ ▬▬▬▬ ▬▬ ▬ bbox=[794, 585, 941, 741]
headline: A NEW CHAPEL. bbox=[999, 339, 1049, 347]
dateline: (BY TELEGRAPH—PRESS ASSOCIATION.) bbox=[516, 73, 595, 78]
headline: VISIT TO GREYTOWN. bbox=[677, 162, 746, 169]
dateline: (BY TELEGRAPH—PRESS ASSOCIATION.) bbox=[204, 1123, 283, 1129]
article-body-texture: ▬▬ ▬▬▬ ▬ ▬▬▬▬ ▬▬ ▬▬▬ ▬▬ ▬ ▬▬▬▬▬ ▬▬ ▬▬▬ ▬ ▬▬▬ ▬▬▬▬ ▬ ▬▬ ▬▬▬ ▬▬ ▬▬▬ ▬ ▬▬▬▬ ▬▬ ▬▬▬ ▬▬ ▬ ▬▬▬▬▬ ▬▬ ▬▬▬ ▬ ▬▬▬ ▬▬▬▬ ▬ ▬▬ ▬▬▬ ▬▬ ▬▬▬ ▬ ▬▬▬▬ ▬▬ ▬▬▬ ▬▬ ▬ ▬▬▬▬▬ ▬▬ ▬▬▬ ▬ ▬▬▬ ▬▬▬▬ ▬ ▬▬ ▬▬▬ ▬▬ ▬▬▬ ▬ ▬▬▬▬ ▬▬ ▬▬▬ ▬▬ ▬ ▬▬▬▬▬ ▬▬ ▬▬▬ ▬ ▬▬▬ ▬▬▬▬ ▬ ▬▬ ▬▬▬ ▬▬ ▬▬▬ ▬ ▬▬▬▬ ▬▬ ▬▬▬ ▬▬ ▬ ▬▬▬▬▬ ▬▬ ▬▬▬ ▬ ▬▬▬ ▬▬▬▬ ▬ ▬▬ ▬▬▬ ▬▬ ▬▬▬ ▬ ▬▬▬▬ ▬▬ ▬▬▬ ▬▬ ▬ ▬▬▬▬▬ ▬▬ ▬▬▬ ▬ ▬▬▬ ▬▬▬▬ ▬ ▬▬ ▬▬▬ ▬▬ ▬▬▬ ▬ ▬▬▬▬ ▬▬ ▬▬▬ ▬▬ ▬ ▬▬▬▬▬ ▬▬ ▬▬▬ ▬ ▬▬▬ ▬▬▬▬ ▬ bbox=[950, 278, 1098, 334]
article-body-texture: ▬▬ ▬▬▬ ▬ ▬▬▬▬ ▬▬ ▬▬▬ ▬▬ ▬ ▬▬▬▬▬ ▬▬ ▬▬▬ ▬ ▬▬▬ ▬▬▬▬ ▬ ▬▬ ▬▬▬ ▬▬ ▬▬▬ ▬ ▬▬▬▬ ▬▬ ▬▬▬ ▬▬ ▬ ▬▬▬▬▬ ▬▬ ▬▬▬ ▬ ▬▬▬ ▬▬▬▬ ▬ ▬▬ ▬▬▬ ▬▬ ▬▬▬ ▬ ▬▬▬▬ ▬▬ ▬▬▬ ▬▬ ▬ ▬▬▬▬▬ ▬▬ ▬▬▬ ▬ ▬▬▬ ▬▬▬▬ ▬ ▬▬ ▬▬▬ ▬▬ ▬▬▬ ▬ ▬▬▬▬ ▬▬ ▬▬▬ ▬▬ ▬ ▬▬▬▬▬ ▬▬ ▬▬▬ ▬ ▬▬▬ ▬▬▬▬ ▬ ▬▬ ▬▬▬ ▬▬ ▬▬▬ ▬ ▬▬▬▬ ▬▬ ▬▬▬ ▬▬ ▬ ▬▬▬▬▬ ▬▬ ▬▬▬ ▬ ▬▬▬ ▬▬▬▬ ▬ ▬▬ ▬▬▬ ▬▬ ▬▬▬ ▬ ▬▬▬▬ ▬▬ ▬▬▬ ▬▬ ▬ ▬▬▬▬▬ ▬▬ ▬▬▬ ▬ ▬▬▬ ▬▬▬▬ ▬ ▬▬ ▬▬▬ ▬▬ ▬▬▬ ▬ ▬▬▬▬ ▬▬ ▬▬▬ ▬▬ ▬ ▬▬▬▬▬ ▬▬ ▬▬▬ ▬ ▬▬▬ ▬▬▬▬ ▬ ▬▬ ▬▬▬ ▬▬ ▬▬▬ ▬ ▬▬▬▬ ▬▬ ▬▬▬ ▬▬ ▬ ▬▬▬▬▬ ▬▬ ▬▬▬ ▬ ▬▬▬ ▬▬▬▬ ▬ ▬▬ ▬▬▬ ▬▬ ▬▬▬ ▬ ▬▬▬▬ ▬▬ ▬▬▬ ▬▬ ▬ ▬▬▬▬▬ ▬▬ ▬▬▬ ▬ ▬▬▬ ▬▬▬▬ ▬ ▬▬ ▬▬▬ ▬▬ ▬▬▬ ▬ ▬▬▬▬ ▬▬ ▬▬▬ ▬▬ ▬ ▬▬▬▬▬ ▬▬ ▬▬▬ ▬ ▬▬▬ ▬▬▬▬ ▬ ▬▬ ▬▬▬ ▬▬ ▬▬▬ ▬ ▬▬▬▬ ▬▬ ▬▬▬ ▬▬ ▬ ▬▬▬▬▬ ▬▬ ▬▬▬ ▬ ▬▬▬ ▬▬▬▬ ▬ ▬▬ ▬▬▬ ▬▬ ▬▬▬ ▬ ▬▬▬▬ ▬▬ ▬▬▬ ▬▬ ▬ ▬▬▬▬▬ ▬▬ ▬▬▬ ▬ ▬▬▬ ▬▬▬▬ ▬ ▬▬ ▬▬▬ ▬▬ ▬▬▬ ▬ ▬▬▬▬ ▬▬ ▬▬▬ ▬▬ ▬ ▬▬▬▬▬ ▬▬ ▬▬▬ ▬ ▬▬▬ ▬▬▬▬ ▬ ▬▬ ▬▬▬ ▬▬ ▬▬▬ ▬ ▬▬▬▬ ▬▬ ▬▬▬ ▬▬ ▬ ▬▬▬▬▬ ▬▬ ▬▬▬ ▬ ▬▬▬ ▬▬▬▬ ▬ ▬▬ ▬▬▬ ▬▬ ▬▬▬ ▬ ▬▬▬▬ ▬▬ ▬▬▬ ▬▬ ▬ ▬▬▬▬▬ ▬▬ ▬▬▬ ▬ ▬▬▬ ▬▬▬▬ ▬ ▬▬ ▬▬▬ ▬▬ ▬▬▬ ▬ ▬▬▬▬ ▬▬ ▬▬▬ ▬▬ ▬ ▬▬▬▬▬ ▬▬ ▬▬▬ ▬ ▬▬▬ ▬▬▬▬ ▬ ▬▬ ▬▬▬ ▬▬ ▬▬▬ ▬ ▬▬▬▬ ▬▬ ▬▬▬ ▬▬ ▬ ▬▬▬▬▬ bbox=[326, 1138, 473, 1272]
article-body-texture: ▬▬ ▬▬▬ ▬ ▬▬▬▬ ▬▬ ▬▬▬ ▬▬ ▬ ▬▬▬▬▬ ▬▬ ▬▬▬ ▬ ▬▬▬ ▬▬▬▬ ▬ ▬▬ ▬▬▬ ▬▬ ▬▬▬ ▬ ▬▬▬▬ ▬▬ ▬▬▬ ▬▬ ▬ ▬▬▬▬▬ ▬▬ ▬▬▬ ▬ ▬▬▬ ▬▬▬▬ ▬ ▬▬ ▬▬▬ ▬▬ ▬▬▬ ▬ ▬▬▬▬ ▬▬ ▬▬▬ ▬▬ ▬ ▬▬▬▬▬ ▬▬ ▬▬▬ ▬ ▬▬▬ ▬▬▬▬ ▬ ▬▬ ▬▬▬ ▬▬ ▬▬▬ ▬ ▬▬▬▬ ▬▬ ▬▬▬ ▬▬ ▬ ▬▬▬▬▬ ▬▬ ▬▬▬ ▬ ▬▬▬ ▬▬▬▬ ▬ ▬▬ ▬▬▬ ▬▬ ▬▬▬ ▬ ▬▬▬▬ ▬▬ ▬▬▬ ▬▬ ▬ ▬▬▬▬▬ ▬▬ ▬▬▬ ▬ ▬▬▬ ▬▬▬▬ ▬ ▬▬ ▬▬▬ ▬▬ ▬▬▬ ▬ ▬▬▬▬ ▬▬ ▬▬▬ ▬▬ ▬ ▬▬▬▬▬ ▬▬ ▬▬▬ ▬ ▬▬▬ ▬▬▬▬ ▬ ▬▬ ▬▬▬ ▬▬ ▬▬▬ ▬ ▬▬▬▬ ▬▬ ▬▬▬ ▬▬ ▬ ▬▬▬▬▬ ▬▬ ▬▬▬ ▬ ▬▬▬ ▬▬▬▬ ▬ ▬▬ ▬▬▬ ▬▬ ▬▬▬ ▬ ▬▬▬▬ ▬▬ ▬▬▬ ▬▬ ▬ ▬▬▬▬▬ ▬▬ ▬▬▬ ▬ ▬▬▬ ▬▬▬▬ ▬ ▬▬ ▬▬▬ ▬▬ ▬▬▬ ▬ ▬▬▬▬ ▬▬ ▬▬▬ ▬▬ ▬ ▬▬▬▬▬ ▬▬ ▬▬▬ ▬ ▬▬▬ ▬▬▬▬ ▬ ▬▬ ▬▬▬ ▬▬ ▬▬▬ ▬ ▬▬▬▬ ▬▬ ▬▬▬ ▬▬ ▬ ▬▬▬▬▬ ▬▬ ▬▬▬ ▬ ▬▬▬ ▬▬▬▬ ▬ ▬▬ ▬▬▬ ▬▬ ▬▬▬ ▬ ▬▬▬▬ ▬▬ ▬▬▬ ▬▬ ▬ ▬▬▬▬▬ ▬▬ ▬▬▬ ▬ ▬▬▬ ▬▬▬▬ ▬ ▬▬ ▬▬▬ ▬▬ ▬▬▬ ▬ ▬▬▬▬ ▬▬ ▬▬▬ ▬▬ ▬ ▬▬▬▬▬ ▬▬ ▬▬▬ ▬ ▬▬▬ ▬▬▬▬ ▬ ▬▬ ▬▬▬ ▬▬ ▬▬▬ ▬ ▬▬▬▬ ▬▬ ▬▬▬ ▬▬ ▬ ▬▬▬▬▬ ▬▬ ▬▬▬ ▬ ▬▬▬ ▬▬▬▬ ▬ ▬▬ ▬▬▬ ▬▬ ▬▬▬ ▬ ▬▬▬▬ ▬▬ ▬▬▬ ▬▬ ▬ ▬▬▬▬▬ ▬▬ ▬▬▬ ▬ ▬▬▬ ▬▬▬▬ ▬ ▬▬ ▬▬▬ ▬▬ ▬▬▬ ▬ ▬▬▬▬ ▬▬ ▬▬▬ ▬▬ ▬ ▬▬ bbox=[14, 994, 161, 1111]
advertisement: For Bronchial Coughs take Woods' Great Peppermint Cure. 1s. 6d. and 2s. 6d. bbox=[638, 1296, 785, 1311]
headline: AUCKLAND SCHOOLS. bbox=[989, 971, 1059, 979]
article-body-texture: ▬▬ ▬▬▬ ▬ ▬▬▬▬ ▬▬ ▬▬▬ ▬▬ ▬ ▬▬▬▬▬ ▬▬ ▬▬▬ ▬ ▬▬▬ ▬▬▬▬ ▬ ▬▬ ▬▬▬ ▬▬ ▬▬▬ ▬ ▬▬▬▬ ▬▬ ▬▬▬ ▬▬ ▬ ▬▬▬▬▬ ▬▬ ▬▬▬ ▬ ▬▬▬ ▬▬▬▬ ▬ ▬▬ ▬▬▬ ▬▬ ▬▬▬ ▬ ▬▬▬▬ ▬▬ ▬▬▬ ▬▬ ▬ ▬▬▬▬▬ ▬▬ ▬▬▬ ▬ ▬▬▬ ▬▬▬▬ ▬ ▬▬ ▬▬▬ ▬▬ ▬▬▬ ▬ ▬▬▬▬ ▬▬ ▬▬▬ ▬▬ ▬ ▬▬▬▬▬ ▬▬ ▬▬▬ ▬ ▬▬▬ ▬▬▬▬ ▬ ▬▬ ▬▬▬ ▬▬ ▬▬▬ ▬ ▬▬▬▬ ▬▬ ▬▬▬ ▬▬ ▬ ▬▬▬▬▬ ▬▬ ▬▬▬ ▬ ▬▬▬ ▬▬▬▬ ▬ ▬▬ ▬▬▬ ▬▬ ▬▬▬ ▬ ▬▬▬▬ ▬▬ ▬▬▬ ▬▬ ▬ ▬▬▬▬▬ ▬▬ ▬▬▬ ▬ ▬▬▬ ▬▬▬▬ ▬ ▬▬ ▬▬▬ ▬▬ ▬▬▬ ▬ ▬▬▬▬ ▬▬ ▬▬▬ ▬▬ ▬ ▬▬▬▬▬ ▬▬ ▬▬▬ ▬ ▬▬▬ ▬▬▬▬ ▬ ▬▬ ▬▬▬ ▬▬ ▬▬▬ ▬ ▬▬▬▬ ▬▬ ▬▬▬ ▬▬ ▬ ▬▬▬▬▬ ▬▬ ▬▬▬ ▬ ▬▬▬ ▬▬▬▬ ▬ ▬▬ ▬▬▬ ▬▬ ▬▬▬ ▬ ▬▬▬▬ ▬▬ ▬▬▬ ▬▬ ▬ ▬▬▬▬▬ ▬▬ ▬▬▬ ▬ ▬▬▬ ▬▬▬▬ ▬ ▬▬ ▬▬▬ ▬▬ ▬▬▬ ▬ ▬▬▬▬ ▬▬ ▬▬▬ ▬▬ ▬ ▬▬▬▬▬ ▬▬ ▬▬▬ ▬ ▬▬▬ ▬▬▬▬ ▬ ▬▬ ▬▬▬ ▬▬ ▬▬▬ ▬ ▬▬▬▬ ▬▬ ▬▬▬ ▬▬ ▬ ▬▬▬▬▬ ▬▬ ▬▬▬ ▬ ▬▬▬ ▬▬▬▬ ▬ ▬▬ ▬▬▬ ▬ bbox=[638, 996, 785, 1086]
headline: TRAINING SHIP. bbox=[999, 129, 1049, 136]
article-body-texture: ▬▬ ▬▬▬ ▬ ▬▬▬▬ ▬▬ ▬▬▬ ▬▬ ▬ ▬▬▬▬▬ ▬▬ ▬▬▬ ▬ ▬▬▬ ▬▬▬▬ ▬ ▬▬ ▬▬▬ ▬▬ ▬▬▬ ▬ ▬▬▬▬ ▬▬ ▬▬▬ ▬▬ ▬ ▬▬▬▬▬ ▬▬ ▬▬▬ ▬ ▬▬▬ ▬▬▬▬ ▬ ▬▬ ▬▬▬ ▬▬ ▬▬▬ ▬ ▬▬▬▬ ▬▬ ▬▬▬ ▬▬ ▬ ▬▬▬▬▬ ▬▬ ▬▬▬ ▬ ▬▬▬ ▬▬▬▬ ▬ ▬▬ ▬▬▬ ▬▬ ▬▬▬ ▬ ▬▬▬▬ ▬▬ ▬▬▬ ▬▬ ▬ ▬▬▬▬▬ ▬▬ ▬▬▬ ▬ ▬▬▬ ▬▬▬▬ ▬ ▬▬ ▬▬▬ ▬▬ ▬▬▬ ▬ ▬▬▬▬ ▬▬ ▬▬▬ ▬▬ ▬ ▬▬▬▬▬ ▬▬ ▬▬▬ ▬ ▬▬▬ ▬▬▬▬ ▬ ▬▬ ▬▬▬ ▬▬ ▬▬▬ ▬ ▬▬▬▬ ▬▬ ▬▬▬ ▬▬ ▬ ▬▬▬▬▬ ▬▬ ▬▬▬ ▬ ▬▬▬ ▬▬▬▬ ▬ ▬▬ ▬▬▬ ▬▬ ▬▬▬ ▬ ▬▬▬▬ ▬▬ ▬▬▬ ▬▬ ▬ ▬▬▬▬▬ ▬▬ ▬▬▬ ▬ ▬▬▬ ▬▬▬▬ ▬ bbox=[950, 348, 1098, 405]
article-body-texture: ▬▬ ▬▬▬ ▬ ▬▬▬▬ ▬▬ ▬▬▬ ▬▬ ▬ ▬▬▬▬▬ ▬▬ ▬▬▬ ▬ ▬▬▬ ▬▬▬▬ ▬ ▬▬ ▬▬▬ ▬▬ ▬▬▬ ▬ ▬▬▬▬ ▬▬ ▬▬▬ ▬▬ ▬ ▬▬▬▬▬ ▬▬ ▬▬▬ ▬ ▬▬▬ ▬▬▬▬ ▬ ▬▬ ▬▬▬ ▬▬ ▬▬▬ ▬ ▬▬▬▬ ▬▬ ▬▬▬ ▬▬ ▬ ▬▬▬▬▬ ▬▬ ▬▬▬ ▬ ▬▬▬ ▬▬▬▬ ▬ ▬▬ ▬▬▬ ▬▬ ▬▬▬ ▬ ▬▬▬▬ ▬▬ ▬▬▬ ▬▬ ▬ ▬▬▬▬▬ ▬▬ ▬▬▬ ▬ ▬▬▬ ▬▬▬▬ ▬ ▬▬ ▬▬▬ ▬▬ ▬▬▬ ▬ ▬▬▬▬ ▬▬ ▬▬▬ ▬▬ ▬ ▬▬▬▬▬ ▬▬ ▬▬▬ ▬ ▬▬▬ ▬▬▬▬ ▬ ▬▬ ▬▬▬ ▬▬ ▬▬▬ ▬ ▬▬▬▬ ▬▬ ▬▬▬ ▬▬ ▬ ▬▬▬▬▬ ▬▬ ▬▬▬ ▬ ▬▬▬ ▬▬▬▬ ▬ ▬▬ ▬▬▬ ▬▬ ▬▬▬ ▬ ▬▬▬▬ ▬▬ ▬▬▬ ▬▬ ▬ ▬▬▬▬▬ ▬▬ ▬▬▬ ▬ ▬▬▬ ▬▬▬▬ ▬ ▬▬ ▬▬▬ ▬▬ ▬▬▬ ▬ ▬▬▬▬ ▬▬ ▬▬▬ ▬▬ ▬ ▬▬▬▬▬ ▬▬ ▬▬▬ ▬ ▬▬▬ ▬▬▬▬ ▬ ▬▬ ▬▬▬ ▬▬ ▬▬▬ ▬ ▬▬▬▬ ▬▬ ▬▬▬ ▬▬ ▬ ▬▬▬▬▬ ▬▬ ▬▬▬ ▬ ▬▬▬ ▬▬▬▬ ▬ ▬▬ ▬▬▬ ▬▬ ▬▬▬ ▬ ▬▬▬▬ ▬▬ ▬▬▬ ▬▬ ▬ ▬▬▬▬▬ ▬▬ ▬▬▬ ▬ ▬▬▬ ▬▬▬▬ ▬ ▬▬ ▬▬▬ ▬▬ ▬▬▬ ▬ ▬▬▬▬ ▬▬ ▬▬▬ ▬▬ ▬ ▬▬▬▬▬ ▬▬ ▬▬▬ ▬ ▬▬▬ ▬▬▬▬ ▬ ▬▬ ▬▬▬ ▬▬ ▬▬▬ ▬ ▬▬▬▬ ▬▬ ▬▬▬ ▬▬ ▬ ▬▬▬▬▬ ▬▬ ▬▬▬ ▬ ▬▬▬ ▬▬▬▬ ▬ ▬▬ ▬▬▬ ▬▬ ▬▬▬ ▬ ▬▬▬▬ ▬▬ ▬▬▬ ▬▬ ▬ ▬▬▬▬▬ ▬▬ ▬▬▬ ▬ ▬▬▬ ▬▬▬▬ ▬ ▬▬ ▬▬▬ ▬▬ ▬▬▬ ▬ ▬▬▬▬ ▬▬ ▬▬▬ ▬▬ ▬ ▬▬▬▬▬ ▬▬ ▬▬▬ ▬ ▬▬▬ ▬▬▬▬ ▬ ▬▬ ▬▬▬ ▬▬ ▬▬▬ ▬ ▬▬▬▬ ▬▬ ▬▬▬ ▬▬ ▬ ▬▬ bbox=[170, 1130, 317, 1247]
headline: DEPUTATION AND PUBLIC MEETING. bbox=[655, 265, 768, 273]
headline: Local Progress. bbox=[691, 987, 732, 995]
headline: THE PREMIER'S SPEECH. bbox=[673, 368, 750, 376]
article-body-texture: ▬▬ ▬▬▬ ▬ ▬▬▬▬ ▬▬ ▬▬▬ ▬▬ ▬ ▬▬▬▬▬ ▬▬ ▬▬▬ ▬ ▬▬▬ ▬▬▬▬ ▬ ▬▬ ▬▬▬ ▬▬ ▬▬▬ ▬ ▬▬▬▬ ▬▬ ▬▬▬ ▬▬ ▬ ▬▬▬▬▬ ▬▬ ▬▬▬ ▬ ▬▬▬ ▬▬▬▬ ▬ ▬▬ ▬▬▬ ▬▬ ▬▬▬ ▬ ▬▬▬▬ ▬▬ ▬▬▬ ▬▬ ▬ ▬▬▬▬▬ ▬▬ ▬▬▬ ▬ ▬▬▬ ▬▬▬▬ ▬ ▬▬ ▬▬▬ ▬▬ ▬▬▬ ▬ ▬▬▬▬ ▬▬ ▬▬▬ ▬▬ ▬ ▬▬▬▬▬ ▬▬ ▬▬▬ ▬ ▬▬▬ ▬▬▬▬ ▬ ▬▬ ▬▬▬ ▬▬ ▬▬▬ ▬ ▬▬▬▬ ▬▬ ▬▬▬ ▬▬ ▬ ▬▬▬▬▬ ▬▬ ▬▬▬ ▬ ▬▬▬ ▬▬▬▬ ▬ ▬▬ ▬▬▬ ▬▬ ▬▬▬ ▬ ▬▬▬▬ ▬▬ ▬▬▬ ▬▬ ▬ ▬▬▬▬▬ ▬▬ ▬▬▬ ▬ ▬▬▬ ▬▬▬▬ ▬ ▬▬ ▬▬▬ ▬▬ ▬▬▬ ▬ ▬▬▬▬ ▬▬ ▬▬▬ ▬▬ ▬ ▬▬▬▬▬ ▬▬ ▬▬▬ ▬ ▬▬▬ ▬▬▬▬ ▬ ▬▬ ▬▬▬ ▬▬ ▬▬▬ ▬ ▬▬▬▬ ▬▬ ▬▬▬ ▬▬ ▬ ▬▬▬▬▬ ▬▬ ▬▬▬ ▬ ▬▬▬ ▬▬▬▬ ▬ ▬▬ ▬▬▬ ▬▬ ▬▬▬ ▬ ▬▬▬▬ ▬▬ ▬▬▬ ▬▬ ▬ ▬▬▬▬▬ ▬▬ ▬▬▬ ▬ ▬▬▬ ▬▬▬▬ ▬ ▬▬ ▬▬▬ ▬▬ ▬▬▬ ▬ ▬▬▬▬ ▬▬ ▬▬▬ ▬▬ ▬ ▬▬▬▬▬ ▬▬ ▬▬▬ ▬ ▬▬▬ ▬▬▬▬ ▬ ▬▬ ▬▬▬ ▬▬ ▬▬▬ ▬ ▬▬▬▬ ▬▬ ▬▬▬ ▬▬ ▬ ▬▬▬▬▬ ▬▬ ▬▬▬ ▬ ▬▬▬ ▬▬▬▬ ▬ ▬▬ ▬▬▬ ▬ bbox=[638, 1203, 785, 1293]
headline: THE MAHENO'S MAIL. bbox=[827, 46, 908, 54]
article-body-texture: ▬▬ ▬▬▬ ▬ ▬▬▬▬ ▬▬ ▬▬▬ ▬▬ ▬ ▬▬▬▬▬ ▬▬ ▬▬▬ ▬ ▬▬▬ ▬▬▬▬ ▬ ▬▬ ▬▬▬ ▬▬ ▬▬▬ ▬ ▬▬▬▬ ▬▬ ▬▬▬ ▬▬ ▬ ▬▬▬▬▬ ▬▬ ▬▬▬ ▬ ▬▬▬ ▬▬▬▬ ▬ ▬▬ ▬▬▬ ▬▬ ▬▬▬ ▬ ▬▬▬▬ ▬▬ ▬▬▬ ▬▬ ▬ ▬▬▬▬▬ ▬▬ ▬▬▬ ▬ ▬▬▬ ▬▬▬▬ ▬ ▬▬ ▬▬▬ ▬▬ ▬▬▬ ▬ ▬▬▬▬ ▬▬ ▬▬▬ ▬▬ ▬ ▬▬▬▬▬ ▬▬ ▬▬▬ ▬ ▬▬▬ ▬▬▬▬ ▬ ▬▬ ▬▬▬ ▬▬ ▬▬▬ ▬ ▬▬▬▬ ▬▬ ▬▬▬ ▬▬ ▬ ▬▬▬▬▬ ▬▬ ▬▬▬ ▬ ▬▬▬ ▬▬▬▬ ▬ ▬▬ ▬▬▬ ▬▬ ▬▬▬ ▬ ▬▬▬▬ ▬▬ ▬▬▬ ▬▬ ▬ ▬▬▬▬▬ ▬▬ ▬▬▬ ▬ ▬▬▬ ▬▬▬▬ ▬ ▬▬ ▬▬▬ ▬▬ ▬▬▬ ▬ ▬▬▬▬ ▬▬ ▬▬▬ ▬▬ ▬ ▬▬▬▬▬ ▬▬ ▬▬▬ ▬ ▬▬▬ ▬▬▬▬ ▬ ▬▬ ▬▬▬ ▬▬ ▬▬▬ ▬ ▬▬▬▬ ▬▬ ▬▬▬ ▬▬ ▬ ▬▬▬▬▬ ▬▬ ▬▬▬ ▬ ▬▬▬ ▬▬▬▬ ▬ ▬▬ ▬▬▬ ▬▬ ▬▬▬ ▬ ▬▬▬▬ ▬▬ ▬▬▬ ▬▬ ▬ ▬▬▬▬▬ ▬▬ ▬▬▬ ▬ ▬▬▬ ▬▬▬▬ ▬ ▬▬ ▬▬▬ ▬▬ ▬▬▬ ▬ ▬▬▬▬ ▬▬ ▬▬▬ ▬▬ ▬ ▬▬▬▬▬ ▬▬ ▬▬▬ ▬ ▬▬▬ ▬▬▬▬ ▬ ▬▬ ▬▬▬ ▬▬ ▬▬▬ ▬ ▬▬▬▬ ▬▬ ▬▬▬ ▬▬ ▬ ▬▬▬▬▬ ▬▬ ▬▬▬ ▬ ▬▬▬ ▬▬▬▬ ▬ ▬▬ ▬▬▬ ▬▬ ▬▬▬ ▬ ▬▬▬▬ ▬▬ ▬▬▬ ▬▬ ▬ ▬▬▬▬▬ ▬▬ ▬▬▬ ▬ ▬▬▬ ▬▬▬▬ ▬ ▬▬ ▬▬▬ ▬▬ ▬▬▬ ▬ ▬▬▬▬ ▬▬ ▬▬▬ ▬▬ ▬ ▬▬▬▬▬ ▬▬ ▬▬▬ ▬ ▬▬▬ ▬▬▬▬ ▬ ▬▬ ▬▬▬ ▬▬ ▬▬▬ ▬ ▬▬▬▬ ▬▬ ▬▬▬ ▬▬ ▬ ▬▬▬▬▬ ▬▬ ▬▬▬ ▬ ▬▬▬ ▬▬▬▬ ▬ ▬▬ ▬▬▬ ▬▬ ▬▬▬ ▬ ▬▬▬▬ ▬▬ ▬▬▬ ▬▬ ▬ ▬▬ bbox=[14, 184, 161, 301]
headline: POULTRY, PIGEON, AND CANARY SHOW. bbox=[328, 1284, 471, 1293]
headline: GOVERNMENT CHARTERS A SPECIAL TRAIN. bbox=[798, 390, 937, 398]
headline: WAGES. bbox=[231, 587, 256, 595]
article-body-texture: ▬▬ ▬▬▬ ▬ ▬▬▬▬ ▬▬ ▬▬▬ ▬▬ ▬ ▬▬▬▬▬ ▬▬ ▬▬▬ ▬ ▬▬▬ ▬▬▬▬ ▬ ▬▬ ▬▬▬ ▬▬ ▬▬▬ ▬ ▬▬▬▬ ▬▬ ▬▬▬ ▬▬ ▬ ▬▬▬▬▬ ▬▬ ▬▬▬ ▬ ▬▬▬ ▬▬▬▬ ▬ ▬▬ ▬▬▬ ▬▬ ▬▬▬ ▬ ▬▬▬▬ ▬▬ ▬▬▬ ▬▬ ▬ ▬▬▬▬▬ ▬▬ ▬▬▬ ▬ ▬▬▬ ▬▬▬▬ ▬ ▬▬ ▬▬▬ ▬▬ ▬▬▬ ▬ ▬▬▬▬ ▬▬ ▬▬▬ ▬▬ ▬ ▬▬▬▬▬ ▬▬ ▬▬▬ ▬ ▬▬▬ ▬▬▬▬ ▬ ▬▬ ▬▬▬ ▬▬ ▬▬▬ ▬ ▬▬▬▬ ▬▬ ▬▬▬ ▬▬ ▬ ▬▬▬▬▬ ▬▬ ▬▬▬ ▬ ▬▬▬ ▬▬▬▬ ▬ ▬▬ ▬▬▬ ▬▬ ▬▬▬ ▬ ▬▬▬▬ ▬▬ ▬▬▬ ▬▬ ▬ ▬▬▬▬▬ ▬▬ ▬▬▬ ▬ ▬▬▬ ▬▬▬▬ ▬ ▬▬ ▬▬▬ ▬▬ ▬▬▬ ▬ ▬▬▬▬ ▬▬ ▬▬▬ ▬▬ ▬ ▬▬▬▬▬ ▬▬ ▬▬▬ ▬ ▬▬▬ ▬▬▬▬ ▬ ▬▬ ▬▬▬ ▬▬ ▬▬▬ ▬ ▬▬▬▬ ▬▬ ▬▬▬ ▬▬ ▬ ▬▬▬▬▬ ▬▬ ▬▬▬ ▬ ▬▬▬ ▬▬▬▬ ▬ ▬▬ ▬▬▬ ▬▬ ▬▬▬ ▬ ▬▬▬▬ ▬▬ ▬▬▬ ▬▬ ▬ ▬▬▬▬▬ ▬▬ ▬▬▬ ▬ ▬▬▬ ▬▬▬▬ ▬ ▬▬ ▬▬▬ ▬▬ ▬▬▬ ▬ ▬▬▬▬ ▬▬ ▬▬▬ ▬▬ ▬ ▬▬▬▬▬ ▬▬ ▬▬▬ ▬ ▬▬▬ ▬▬▬▬ ▬ ▬▬ ▬▬▬ ▬▬ ▬▬▬ ▬ ▬▬▬▬ ▬▬ ▬▬▬ ▬▬ ▬ ▬▬▬▬▬ ▬▬ ▬▬▬ ▬ ▬▬▬ ▬▬▬▬ ▬ ▬▬ ▬▬▬ ▬ bbox=[638, 687, 785, 777]
dateline: (BY TELEGRAPH—PRESS ASSOCIATION.) bbox=[48, 1133, 127, 1139]
article-body-texture: ▬▬ ▬▬▬ ▬ ▬▬▬▬ ▬▬ ▬▬▬ ▬▬ ▬ ▬▬▬▬▬ ▬▬ ▬▬▬ ▬ ▬▬▬ ▬▬▬▬ ▬ ▬▬ ▬▬▬ ▬▬ ▬▬▬ ▬ ▬▬▬▬ ▬▬ ▬▬▬ ▬▬ ▬ ▬▬▬▬▬ ▬▬ ▬▬▬ ▬ ▬▬▬ ▬▬▬▬ ▬ ▬▬ ▬▬▬ ▬▬ ▬▬▬ ▬ ▬▬▬▬ ▬▬ ▬▬▬ ▬▬ ▬ ▬▬▬▬▬ ▬▬ ▬▬▬ ▬ ▬▬▬ ▬▬▬▬ ▬ ▬▬ ▬▬▬ ▬▬ ▬▬▬ ▬ ▬▬▬▬ ▬▬ ▬▬▬ ▬▬ ▬ ▬▬▬▬▬ ▬▬ ▬▬▬ ▬ ▬▬▬ ▬▬▬▬ ▬ ▬▬ ▬▬▬ ▬▬ ▬▬▬ ▬ ▬▬▬▬ ▬▬ ▬▬▬ ▬▬ ▬ ▬▬▬▬▬ ▬▬ ▬▬▬ ▬ ▬▬▬ ▬▬▬▬ ▬ ▬▬ ▬▬▬ ▬▬ ▬▬▬ ▬ ▬▬▬▬ ▬▬ ▬▬▬ ▬▬ ▬ ▬▬▬▬▬ ▬▬ ▬▬▬ ▬ ▬▬▬ ▬▬▬▬ ▬ ▬▬ ▬▬▬ ▬▬ ▬▬▬ ▬ ▬▬▬▬ ▬▬ ▬▬▬ ▬▬ ▬ ▬▬▬▬▬ ▬▬ ▬▬▬ ▬ ▬▬▬ ▬▬▬▬ ▬ bbox=[950, 910, 1098, 966]
headline: SHAKESPEARE AND MODERN LIFE bbox=[337, 974, 462, 983]
article-body-texture: ▬▬ ▬▬▬ ▬ ▬▬▬▬ ▬▬ ▬▬▬ ▬▬ ▬ ▬▬▬▬▬ ▬▬ ▬▬▬ ▬ ▬▬▬ ▬▬▬▬ ▬ ▬▬ ▬▬▬ ▬▬ ▬▬▬ ▬ ▬▬▬▬ ▬▬ ▬▬▬ ▬▬ ▬ ▬▬▬▬▬ ▬▬ ▬▬▬ ▬ ▬▬▬ ▬▬▬▬ ▬ ▬▬ ▬▬▬ ▬▬ ▬▬▬ ▬ ▬▬▬▬ ▬▬ ▬▬▬ ▬▬ ▬ ▬▬▬▬▬ ▬▬ ▬▬▬ ▬ ▬▬▬ ▬▬▬▬ ▬ ▬▬ ▬▬▬ ▬▬ ▬▬▬ ▬ ▬▬▬▬ ▬▬ ▬▬▬ ▬▬ ▬ ▬▬▬▬▬ ▬▬ ▬▬▬ ▬ ▬▬▬ ▬▬▬▬ ▬ ▬▬ ▬▬▬ ▬▬ ▬▬▬ ▬ ▬▬▬▬ ▬▬ ▬▬▬ ▬▬ ▬ ▬▬▬▬▬ ▬▬ ▬▬▬ ▬ ▬▬▬ ▬▬▬▬ ▬ ▬▬ ▬▬▬ ▬▬ ▬▬▬ ▬ ▬▬▬▬ ▬▬ ▬▬▬ ▬▬ ▬ ▬▬▬▬▬ ▬▬ ▬▬▬ ▬ ▬▬▬ ▬▬▬▬ ▬ ▬▬ ▬▬▬ ▬▬ ▬▬▬ ▬ ▬▬▬▬ ▬▬ ▬▬▬ ▬▬ ▬ ▬▬▬▬▬ ▬▬ ▬▬▬ ▬ ▬▬▬ ▬▬▬▬ ▬ bbox=[950, 208, 1098, 264]
headline: Other Matters. bbox=[691, 1194, 732, 1202]
article-body-texture: ▬▬ ▬▬▬ ▬ ▬▬▬▬ ▬▬ ▬▬▬ ▬▬ ▬ ▬▬▬▬▬ ▬▬ ▬▬▬ ▬ ▬▬▬ ▬▬▬▬ ▬ ▬▬ ▬▬▬ ▬▬ ▬▬▬ ▬ ▬▬▬▬ ▬▬ ▬▬▬ ▬▬ ▬ ▬▬▬▬▬ ▬▬ ▬▬▬ ▬ ▬▬▬ ▬▬▬▬ ▬ ▬▬ ▬▬▬ ▬▬ ▬▬▬ ▬ ▬▬▬▬ ▬▬ ▬▬▬ ▬▬ ▬ ▬▬▬▬▬ ▬▬ ▬▬▬ ▬ ▬▬▬ ▬▬▬▬ ▬ ▬▬ ▬▬▬ ▬▬ ▬▬▬ ▬ ▬▬▬▬ ▬▬ ▬▬▬ ▬▬ ▬ ▬▬▬▬▬ ▬▬ ▬▬▬ ▬ ▬▬▬ ▬▬▬▬ ▬ ▬▬ ▬▬▬ ▬▬ ▬▬▬ ▬ ▬▬▬▬ ▬▬ ▬▬▬ ▬▬ ▬ ▬▬▬▬▬ ▬▬ ▬▬▬ ▬ ▬▬▬ ▬▬▬▬ ▬ ▬▬ ▬▬▬ ▬▬ ▬▬▬ ▬ ▬▬▬▬ ▬▬ ▬▬▬ ▬▬ ▬ ▬▬▬▬▬ ▬▬ ▬▬▬ ▬ ▬▬▬ ▬▬▬▬ ▬ ▬▬ ▬▬▬ ▬▬ ▬▬▬ ▬ ▬▬▬▬ ▬▬ ▬▬▬ ▬▬ ▬ ▬▬▬▬▬ ▬▬ ▬▬▬ ▬ ▬▬▬ ▬▬▬▬ ▬ ▬▬ ▬▬▬ ▬▬ ▬▬▬ ▬ ▬▬▬▬ ▬▬ ▬▬▬ ▬▬ ▬ ▬▬▬▬▬ ▬▬ ▬▬▬ ▬ ▬▬▬ ▬▬▬▬ ▬ ▬▬ ▬▬▬ ▬▬ ▬▬▬ ▬ ▬▬▬▬ ▬▬ ▬▬▬ ▬▬ ▬ ▬▬▬▬▬ ▬▬ ▬▬▬ ▬ ▬▬▬ ▬▬▬▬ ▬ ▬▬ ▬▬▬ ▬▬ ▬▬▬ ▬ ▬▬▬▬ ▬▬ ▬▬▬ ▬▬ ▬ ▬▬▬▬▬ ▬▬ ▬▬▬ ▬ ▬▬▬ ▬▬▬▬ ▬ ▬▬ ▬▬▬ ▬▬ ▬▬▬ ▬ ▬▬▬▬ ▬▬ ▬▬▬ ▬▬ ▬ ▬▬▬▬▬ ▬▬ ▬▬▬ ▬ ▬▬▬ ▬▬▬▬ ▬ ▬▬ ▬▬▬ ▬▬ ▬▬▬ ▬ ▬▬▬▬ ▬▬ ▬▬▬ ▬▬ ▬ ▬▬▬▬▬ ▬▬ ▬▬▬ ▬ ▬▬▬ ▬▬▬▬ ▬ ▬▬ ▬▬▬ ▬▬ ▬▬▬ ▬ ▬▬▬▬ ▬▬ ▬▬▬ ▬▬ ▬ ▬▬▬▬▬ ▬▬ ▬▬▬ ▬ ▬▬▬ ▬▬▬▬ ▬ ▬▬ ▬▬▬ ▬▬ ▬▬▬ ▬ ▬▬▬▬ ▬▬ ▬▬▬ ▬▬ ▬ ▬▬▬▬▬ ▬▬ ▬▬▬ ▬ ▬▬▬ ▬▬▬▬ ▬ ▬▬ ▬▬▬ ▬▬ ▬▬▬ ▬ ▬▬▬▬ ▬▬ ▬▬▬ ▬▬ ▬ ▬▬▬▬▬ ▬▬ ▬▬▬ ▬ ▬▬▬ ▬▬▬▬ ▬ ▬▬ ▬▬▬ ▬▬ ▬▬▬ ▬ ▬▬▬▬ ▬▬ ▬▬▬ ▬▬ ▬ ▬▬▬▬▬ ▬▬ ▬▬▬ ▬ ▬▬▬ ▬▬▬▬ ▬ ▬▬ ▬▬▬ ▬▬ ▬▬▬ ▬ ▬▬▬▬ ▬▬ ▬▬▬ ▬▬ ▬ ▬▬▬▬▬ bbox=[326, 682, 473, 816]
headline: CHRISTCHURCH FIRE BOARD. bbox=[977, 690, 1071, 698]
section-rule bbox=[334, 1276, 465, 1279]
column-6 bbox=[790, 42, 946, 1627]
section-rule bbox=[22, 581, 153, 584]
headline: LOSS OF MEMORY bbox=[995, 620, 1053, 628]
article-body-texture: ▬▬ ▬▬▬ ▬ ▬▬▬▬ ▬▬ ▬▬▬ ▬▬ ▬ ▬▬▬▬▬ ▬▬ ▬▬▬ ▬ ▬▬▬ ▬▬▬▬ ▬ ▬▬ ▬▬▬ ▬▬ ▬▬▬ ▬ ▬▬▬▬ ▬▬ ▬▬▬ ▬▬ ▬ ▬▬▬▬▬ ▬▬ ▬▬▬ ▬ ▬▬▬ ▬▬▬▬ ▬ ▬▬ ▬▬▬ ▬▬ ▬▬▬ ▬ ▬▬▬▬ ▬▬ ▬▬▬ ▬▬ ▬ ▬▬▬▬▬ ▬▬ ▬▬▬ ▬ ▬▬▬ ▬▬▬▬ ▬ ▬▬ ▬▬▬ ▬▬ ▬▬▬ ▬ ▬▬▬▬ ▬▬ ▬▬▬ ▬▬ ▬ ▬▬▬▬▬ ▬▬ ▬▬▬ ▬ ▬▬▬ ▬▬▬▬ ▬ ▬▬ ▬▬▬ ▬▬ ▬▬▬ ▬ ▬▬▬▬ ▬▬ ▬▬▬ ▬▬ ▬ ▬▬▬▬▬ ▬▬ ▬▬▬ ▬ ▬▬▬ ▬▬▬▬ ▬ ▬▬ ▬▬▬ ▬▬ ▬▬▬ ▬ ▬▬▬▬ ▬▬ ▬▬▬ ▬▬ ▬ ▬▬▬▬▬ ▬▬ ▬▬▬ ▬ ▬▬▬ ▬▬▬▬ ▬ ▬▬ ▬▬▬ ▬▬ ▬▬▬ ▬ ▬▬▬▬ ▬▬ ▬▬▬ ▬▬ ▬ ▬▬▬▬▬ ▬▬ ▬▬▬ ▬ ▬▬▬ ▬▬▬▬ ▬ ▬▬ ▬▬▬ ▬▬ ▬▬▬ ▬ ▬▬▬▬ ▬▬ ▬▬▬ ▬▬ ▬ ▬▬▬▬▬ ▬▬ ▬▬▬ ▬ ▬▬▬ ▬▬▬▬ ▬ ▬▬ ▬▬▬ ▬▬ ▬▬▬ ▬ ▬▬▬▬ ▬▬ ▬▬▬ ▬▬ ▬ ▬▬▬▬▬ ▬▬ ▬▬▬ ▬ ▬▬▬ ▬▬▬▬ ▬ ▬▬ ▬▬▬ ▬▬ ▬▬▬ ▬ ▬▬▬▬ ▬▬ ▬▬▬ ▬▬ ▬ ▬▬▬▬▬ ▬▬ ▬▬▬ ▬ ▬▬▬ ▬▬▬▬ ▬ ▬▬ ▬▬▬ ▬▬ ▬▬▬ ▬ ▬▬▬▬ ▬▬ ▬▬▬ ▬▬ ▬ ▬▬▬▬▬ ▬▬ ▬▬▬ ▬ ▬▬▬ ▬▬▬▬ ▬ ▬▬ ▬▬▬ ▬▬ ▬▬▬ ▬ ▬▬▬▬ ▬▬ ▬▬▬ ▬▬ ▬ ▬▬▬▬▬ ▬▬ ▬▬▬ ▬ ▬▬▬ ▬▬▬▬ ▬ ▬▬ ▬▬▬ ▬▬ ▬▬▬ ▬ ▬▬▬▬ ▬▬ ▬▬▬ ▬▬ ▬ ▬▬▬▬▬ ▬▬ ▬▬▬ ▬ ▬▬▬ ▬▬▬▬ ▬ ▬▬ ▬▬▬ ▬▬ ▬▬▬ ▬ ▬▬▬▬ ▬▬ ▬▬▬ ▬▬ ▬ ▬▬▬▬▬ ▬▬ ▬▬▬ ▬ ▬▬▬ ▬▬▬▬ ▬ ▬▬ ▬▬▬ ▬▬ ▬▬▬ ▬ ▬▬▬▬ ▬▬ ▬▬▬ ▬▬ ▬ ▬▬▬▬▬ ▬▬ ▬▬▬ ▬ ▬▬▬ ▬▬▬▬ ▬ ▬▬ ▬▬▬ ▬▬ ▬▬▬ ▬ ▬▬▬▬ ▬▬ ▬▬▬ ▬▬ ▬ ▬▬▬▬▬ ▬▬ ▬▬▬ ▬ ▬▬▬ ▬▬▬▬ ▬ ▬▬ ▬▬▬ ▬▬ ▬▬▬ ▬ ▬▬▬▬ ▬▬ ▬▬▬ ▬▬ ▬ ▬▬▬▬▬ bbox=[326, 991, 473, 1125]
article-body-texture: ▬▬ ▬▬▬ ▬ ▬▬▬▬ ▬▬ ▬▬▬ ▬▬ ▬ ▬▬▬▬▬ ▬▬ ▬▬▬ ▬ ▬▬▬ ▬▬▬▬ ▬ ▬▬ ▬▬▬ ▬▬ ▬▬▬ ▬ ▬▬▬▬ ▬▬ ▬▬▬ ▬▬ ▬ ▬▬▬▬▬ ▬▬ ▬▬▬ ▬ ▬▬▬ ▬▬▬▬ ▬ ▬▬ ▬▬▬ ▬▬ ▬▬▬ ▬ ▬▬▬▬ ▬▬ ▬▬▬ ▬▬ ▬ ▬▬▬▬▬ ▬▬ ▬▬▬ ▬ ▬▬▬ ▬▬▬▬ ▬ ▬▬ ▬▬▬ ▬▬ ▬▬▬ ▬ ▬▬▬▬ ▬▬ ▬▬▬ ▬▬ ▬ ▬▬▬▬▬ ▬▬ ▬▬▬ ▬ ▬▬▬ ▬▬▬▬ ▬ ▬▬ ▬▬▬ ▬▬ ▬▬▬ ▬ ▬▬▬▬ ▬▬ ▬▬▬ ▬▬ ▬ ▬▬▬▬▬ ▬▬ ▬▬▬ ▬ ▬▬▬ ▬▬▬▬ ▬ ▬▬ ▬▬▬ ▬▬ ▬▬▬ ▬ ▬▬▬▬ ▬▬ ▬▬▬ ▬▬ ▬ ▬▬▬▬▬ ▬▬ ▬▬▬ ▬ ▬▬▬ ▬▬▬▬ ▬ ▬▬ ▬▬▬ ▬▬ ▬▬▬ ▬ ▬▬▬▬ ▬▬ ▬▬▬ ▬▬ ▬ ▬▬▬▬▬ ▬▬ ▬▬▬ ▬ ▬▬▬ ▬▬▬▬ ▬ ▬▬ ▬▬▬ ▬▬ ▬▬▬ ▬ ▬▬▬▬ ▬▬ ▬▬▬ ▬▬ ▬ ▬▬▬▬▬ ▬▬ ▬▬▬ ▬ ▬▬▬ ▬▬▬▬ ▬ ▬▬ ▬▬▬ ▬▬ ▬▬▬ ▬ ▬▬▬▬ ▬▬ ▬▬▬ ▬▬ ▬ ▬▬▬▬▬ ▬▬ ▬▬▬ ▬ ▬▬▬ ▬▬▬▬ ▬ ▬▬ ▬▬▬ ▬▬ ▬▬▬ ▬ ▬▬▬▬ ▬▬ ▬▬▬ ▬▬ ▬ ▬▬▬▬▬ ▬▬ ▬▬▬ ▬ ▬▬▬ ▬▬▬▬ ▬ ▬▬ ▬▬▬ ▬▬ ▬▬▬ ▬ ▬▬▬▬ ▬▬ ▬▬▬ ▬▬ ▬ ▬▬▬▬▬ ▬▬ ▬▬▬ ▬ ▬▬▬ ▬▬▬▬ ▬ ▬▬ ▬▬▬ ▬▬ ▬▬▬ ▬ ▬▬▬▬ ▬▬ ▬▬▬ ▬▬ ▬ ▬▬▬▬▬ ▬▬ ▬▬▬ ▬ ▬▬▬ ▬▬▬▬ ▬ ▬▬ ▬▬▬ ▬▬ ▬▬▬ ▬ ▬▬▬▬ ▬▬ ▬▬▬ ▬▬ ▬ ▬▬▬▬▬ ▬▬ ▬▬▬ ▬ ▬▬▬ ▬▬▬▬ ▬ ▬▬ ▬▬▬ ▬▬ ▬▬▬ ▬ ▬▬▬▬ ▬▬ ▬▬▬ ▬▬ ▬ ▬▬▬▬▬ ▬▬ ▬▬▬ ▬ ▬▬▬ ▬▬▬▬ ▬ ▬▬ ▬▬▬ ▬▬ ▬▬▬ ▬ ▬▬▬▬ ▬▬ ▬▬▬ ▬▬ ▬ ▬▬▬▬▬ ▬▬ ▬▬▬ ▬ ▬▬▬ ▬▬▬▬ ▬ ▬▬ ▬▬▬ ▬▬ ▬▬▬ ▬ ▬▬▬▬ ▬▬ ▬▬▬ ▬▬ ▬ ▬▬▬▬▬ ▬▬ ▬▬▬ ▬ ▬▬▬ ▬▬▬▬ ▬ ▬▬ ▬▬▬ ▬▬ ▬▬▬ ▬ ▬▬▬▬ ▬▬ ▬▬▬ ▬▬ ▬ ▬▬▬▬▬ bbox=[326, 828, 473, 962]
headline: Socialism. bbox=[698, 471, 725, 479]
article-body-texture: ▬▬ ▬▬▬ ▬ ▬▬▬▬ ▬▬ ▬▬▬ ▬▬ ▬ ▬▬▬▬▬ ▬▬ ▬▬▬ ▬ ▬▬▬ ▬▬▬▬ ▬ ▬▬ ▬▬▬ ▬▬ ▬▬▬ ▬ ▬▬▬▬ ▬▬ ▬▬▬ ▬▬ ▬ ▬▬▬▬▬ ▬▬ ▬▬▬ ▬ ▬▬▬ ▬▬▬▬ ▬ ▬▬ ▬▬▬ ▬▬ ▬▬▬ ▬ ▬▬▬▬ ▬▬ ▬▬▬ ▬▬ ▬ ▬▬▬▬▬ ▬▬ ▬▬▬ ▬ ▬▬▬ ▬▬▬▬ ▬ ▬▬ ▬▬▬ ▬▬ ▬▬▬ ▬ ▬▬▬▬ ▬▬ ▬▬▬ ▬▬ ▬ ▬▬▬▬▬ ▬▬ ▬▬▬ ▬ ▬▬▬ ▬▬▬▬ ▬ ▬▬ ▬▬▬ ▬▬ ▬▬▬ ▬ ▬▬▬▬ ▬▬ ▬▬▬ ▬▬ ▬ ▬▬▬▬▬ ▬▬ ▬▬▬ ▬ ▬▬▬ ▬▬▬▬ ▬ ▬▬ ▬▬▬ ▬▬ ▬▬▬ ▬ ▬▬▬▬ ▬▬ ▬▬▬ ▬▬ ▬ ▬▬▬▬▬ ▬▬ ▬▬▬ ▬ ▬▬▬ ▬▬▬▬ ▬ ▬▬ ▬▬▬ ▬▬ ▬▬▬ ▬ ▬▬▬▬ ▬▬ ▬▬▬ ▬▬ ▬ ▬▬▬▬▬ ▬▬ ▬▬▬ ▬ ▬▬▬ ▬▬▬▬ ▬ ▬▬ ▬▬▬ ▬▬ ▬▬▬ ▬ ▬▬▬▬ ▬▬ ▬▬▬ ▬▬ ▬ ▬▬▬▬▬ ▬▬ ▬▬▬ ▬ ▬▬▬ ▬▬▬▬ ▬ ▬▬ ▬▬▬ ▬▬ ▬▬▬ ▬ ▬▬▬▬ ▬▬ ▬▬▬ ▬▬ ▬ ▬▬▬▬▬ ▬▬ ▬▬▬ ▬ ▬▬▬ ▬▬▬▬ ▬ ▬▬ ▬▬▬ ▬▬ ▬▬▬ ▬ ▬▬▬▬ ▬▬ ▬▬▬ ▬▬ ▬ ▬▬▬▬▬ ▬▬ ▬▬▬ ▬ ▬▬▬ ▬▬▬▬ ▬ ▬▬ ▬▬▬ ▬▬ ▬▬▬ ▬ ▬▬▬▬ ▬▬ ▬▬▬ ▬▬ ▬ ▬▬▬▬▬ ▬▬ ▬▬▬ ▬ ▬▬▬ ▬▬▬▬ ▬ ▬▬ ▬▬▬ ▬ bbox=[638, 790, 785, 880]
article-body-texture: ▬▬ ▬▬▬ ▬ ▬▬▬▬ ▬▬ ▬▬▬ ▬▬ ▬ ▬▬▬▬▬ ▬▬ ▬▬▬ ▬ ▬▬▬ ▬▬▬▬ ▬ ▬▬ ▬▬▬ ▬▬ ▬▬▬ ▬ ▬▬▬▬ ▬▬ ▬▬▬ ▬▬ ▬ ▬▬▬▬▬ ▬▬ ▬▬▬ ▬ ▬▬▬ ▬▬▬▬ ▬ ▬▬ ▬▬▬ ▬▬ ▬▬▬ ▬ ▬▬▬▬ ▬▬ ▬▬▬ ▬▬ ▬ ▬▬▬▬▬ ▬▬ ▬▬▬ ▬ ▬▬▬ ▬▬▬▬ ▬ ▬▬ ▬▬▬ ▬▬ ▬▬▬ ▬ ▬▬▬▬ ▬▬ ▬▬▬ ▬▬ ▬ ▬▬▬▬▬ ▬▬ ▬▬▬ ▬ ▬▬▬ ▬▬▬▬ ▬ ▬▬ ▬▬▬ ▬▬ ▬▬▬ ▬ ▬▬▬▬ ▬▬ ▬▬▬ ▬▬ ▬ ▬▬▬▬▬ ▬▬ ▬▬▬ ▬ ▬▬▬ ▬▬▬▬ ▬ ▬▬ ▬▬▬ ▬▬ ▬▬▬ ▬ ▬▬▬▬ ▬▬ ▬▬▬ ▬▬ ▬ ▬▬▬▬▬ ▬▬ ▬▬▬ ▬ ▬▬▬ ▬▬▬▬ ▬ ▬▬ ▬▬▬ ▬▬ ▬▬▬ ▬ ▬▬▬▬ ▬▬ ▬▬▬ ▬▬ ▬ ▬▬▬▬▬ ▬▬ ▬▬▬ ▬ ▬▬▬ ▬▬▬▬ ▬ ▬▬ ▬▬▬ ▬▬ ▬▬▬ ▬ ▬▬▬▬ ▬▬ ▬▬▬ ▬▬ ▬ ▬▬▬▬▬ ▬▬ ▬▬▬ ▬ ▬▬▬ ▬▬▬▬ ▬ ▬▬ ▬▬▬ ▬▬ ▬▬▬ ▬ ▬▬▬▬ ▬▬ ▬▬▬ ▬▬ ▬ ▬▬▬▬▬ ▬▬ ▬▬▬ ▬ ▬▬▬ ▬▬▬▬ ▬ ▬▬ ▬▬▬ ▬▬ ▬▬▬ ▬ ▬▬▬▬ ▬▬ ▬▬▬ ▬▬ ▬ ▬▬▬▬▬ ▬▬ ▬▬▬ ▬ ▬▬▬ ▬▬▬▬ ▬ ▬▬ ▬▬▬ ▬▬ ▬▬▬ ▬ ▬▬▬▬ ▬▬ ▬▬▬ ▬▬ ▬ ▬▬▬▬▬ ▬▬ ▬▬▬ ▬ ▬▬▬ ▬▬▬▬ ▬ ▬▬ ▬▬▬ ▬ bbox=[638, 480, 785, 570]
headline: THE UNION S.S. COMPANY'S PROPOSAL. bbox=[962, 199, 1086, 207]
article-body-texture: ▬▬ ▬▬▬ ▬ ▬▬▬▬ ▬▬ ▬▬▬ ▬▬ ▬ ▬▬▬▬▬ ▬▬ ▬▬▬ ▬ ▬▬▬ ▬▬▬▬ ▬ ▬▬ ▬▬▬ ▬▬ ▬▬▬ ▬ ▬▬▬▬ ▬▬ ▬▬▬ ▬▬ ▬ ▬▬▬▬▬ ▬▬ ▬▬▬ ▬ ▬▬▬ ▬▬▬▬ ▬ ▬▬ ▬▬▬ ▬▬ ▬▬▬ ▬ ▬▬▬▬ ▬▬ ▬▬▬ ▬▬ ▬ ▬▬▬▬▬ ▬▬ ▬▬▬ ▬ ▬▬▬ ▬▬▬▬ ▬ ▬▬ ▬▬▬ ▬▬ ▬▬▬ ▬ ▬▬▬▬ ▬▬ ▬▬▬ ▬▬ ▬ ▬▬▬▬▬ ▬▬ ▬▬▬ ▬ ▬▬▬ ▬▬▬▬ ▬ ▬▬ ▬▬▬ ▬▬ ▬▬▬ ▬ ▬▬▬▬ ▬▬ ▬▬▬ ▬▬ ▬ ▬▬▬▬▬ ▬▬ ▬▬▬ ▬ ▬▬▬ ▬▬▬▬ ▬ ▬▬ ▬▬▬ ▬▬ ▬▬▬ ▬ ▬▬▬▬ ▬▬ ▬▬▬ ▬▬ ▬ ▬▬▬▬▬ ▬▬ ▬▬▬ ▬ ▬▬▬ ▬▬▬▬ ▬ ▬▬ ▬▬▬ ▬▬ ▬▬▬ ▬ ▬▬▬▬ ▬▬ ▬▬▬ ▬▬ ▬ ▬▬▬▬▬ ▬▬ ▬▬▬ ▬ ▬▬▬ ▬▬▬▬ ▬ ▬▬ ▬▬▬ ▬▬ ▬▬▬ ▬ ▬▬▬▬ ▬▬ ▬▬▬ ▬▬ ▬ ▬▬▬▬▬ ▬▬ ▬▬▬ ▬ ▬▬▬ ▬▬▬▬ ▬ ▬▬ ▬▬▬ ▬▬ ▬▬▬ ▬ ▬▬▬▬ ▬▬ ▬▬▬ ▬▬ ▬ ▬▬▬▬▬ ▬▬ ▬▬▬ ▬ ▬▬▬ ▬▬▬▬ ▬ ▬▬ ▬▬▬ ▬▬ ▬▬▬ ▬ ▬▬▬▬ ▬▬ ▬▬▬ ▬▬ ▬ ▬▬▬▬▬ ▬▬ ▬▬▬ ▬ ▬▬▬ ▬▬▬▬ ▬ ▬▬ ▬▬▬ ▬▬ ▬▬▬ ▬ ▬▬▬▬ ▬▬ ▬▬▬ ▬▬ ▬ ▬▬▬▬▬ ▬▬ ▬▬▬ ▬ ▬▬▬ ▬▬▬▬ ▬ ▬▬ ▬▬▬ ▬ bbox=[638, 1100, 785, 1189]
headline: OTHER MATTERS. bbox=[215, 975, 272, 983]
article-body-texture: ▬▬ ▬▬▬ ▬ ▬▬▬▬ ▬▬ ▬▬▬ ▬▬ ▬ ▬▬▬▬▬ ▬▬ ▬▬▬ ▬ ▬▬▬ ▬▬▬▬ ▬ ▬▬ ▬▬▬ ▬▬ ▬▬▬ ▬ ▬▬▬▬ ▬▬ ▬▬▬ ▬▬ ▬ ▬▬▬▬▬ ▬▬ ▬▬▬ ▬ ▬▬▬ ▬▬▬▬ ▬ ▬▬ ▬▬▬ ▬▬ ▬▬▬ ▬ ▬▬▬▬ ▬▬ ▬▬▬ ▬▬ ▬ ▬▬▬▬▬ ▬▬ ▬▬▬ ▬ ▬▬▬ ▬▬▬▬ ▬ ▬▬ ▬▬▬ ▬▬ ▬▬▬ ▬ ▬▬▬▬ ▬▬ ▬▬▬ ▬▬ ▬ ▬▬▬▬▬ ▬▬ ▬▬▬ ▬ ▬▬▬ ▬▬▬▬ ▬ ▬▬ ▬▬▬ ▬▬ ▬▬▬ ▬ ▬▬▬▬ ▬▬ ▬▬▬ ▬▬ ▬ ▬▬▬▬▬ ▬▬ ▬▬▬ ▬ ▬▬▬ ▬▬▬▬ ▬ ▬▬ ▬▬▬ ▬▬ ▬▬▬ ▬ ▬▬▬▬ ▬▬ ▬▬▬ ▬▬ ▬ ▬▬▬▬▬ ▬▬ ▬▬▬ ▬ ▬▬▬ ▬▬▬▬ ▬ ▬▬ ▬▬▬ ▬▬ ▬▬▬ ▬ ▬▬▬▬ ▬▬ ▬▬▬ ▬▬ ▬ ▬▬▬▬▬ ▬▬ ▬▬▬ ▬ ▬▬▬ ▬▬▬▬ ▬ ▬▬ ▬▬▬ ▬▬ ▬▬▬ ▬ ▬▬▬▬ ▬▬ ▬▬▬ ▬▬ ▬ ▬▬▬▬▬ ▬▬ ▬▬▬ ▬ ▬▬▬ ▬▬▬▬ ▬ ▬▬ ▬▬▬ ▬▬ ▬▬▬ ▬ ▬▬▬▬ ▬▬ ▬▬▬ ▬▬ ▬ ▬▬▬▬▬ ▬▬ ▬▬▬ ▬ ▬▬▬ ▬▬▬▬ ▬ ▬▬ ▬▬▬ ▬▬ ▬▬▬ ▬ ▬▬▬▬ ▬▬ ▬▬▬ ▬▬ ▬ ▬▬▬▬▬ ▬▬ ▬▬▬ ▬ ▬▬▬ ▬▬▬▬ ▬ ▬▬ ▬▬▬ ▬▬ ▬▬▬ ▬ ▬▬▬▬ ▬▬ ▬▬▬ ▬▬ ▬ ▬▬▬▬▬ ▬▬ ▬▬▬ ▬ ▬▬▬ ▬▬▬▬ ▬ ▬▬ ▬▬▬ ▬ bbox=[638, 893, 785, 983]
newspaper-title: THE DOMINION, THURSDAY, JUNE 25, 1908. bbox=[267, 4, 847, 33]
headline: PROMOTION OF TEACHERS. bbox=[980, 480, 1068, 488]
page-number: 8 bbox=[10, 7, 21, 32]
headline: MR. CUDDIE RETURNS. bbox=[364, 217, 435, 224]
dateline: (BY TELEGRAPH—PRESS ASSOCIATION.) bbox=[204, 73, 283, 78]
headline: AN INTERESTING LECTURE. bbox=[356, 1128, 443, 1136]
headline: HIS EXPERIENCES IN THE OLD COUNTRY. bbox=[335, 363, 464, 371]
dateline: (BY TELEGRAPH—PRESS ASSOCIATION.) bbox=[360, 675, 439, 681]
dateline: (BY TELEGRAPH—PRESS ASSOCIATION.) bbox=[985, 61, 1063, 66]
headline: DEATH FROM BURNS. bbox=[990, 1041, 1058, 1049]
article-body-texture: ▬▬ ▬▬▬ ▬ ▬▬▬▬ ▬▬ ▬▬▬ ▬▬ ▬ ▬▬▬▬▬ ▬▬ ▬▬▬ ▬ ▬▬▬ ▬▬▬▬ ▬ ▬▬ ▬▬▬ ▬▬ ▬▬▬ ▬ ▬▬▬▬ ▬▬ ▬▬▬ ▬▬ ▬ ▬▬▬▬▬ ▬▬ ▬▬▬ ▬ ▬▬▬ ▬▬▬▬ ▬ ▬▬ ▬▬▬ ▬▬ ▬▬▬ ▬ ▬▬▬▬ ▬▬ ▬▬▬ ▬▬ ▬ ▬▬▬▬▬ ▬▬ ▬▬▬ ▬ ▬▬▬ ▬▬▬▬ ▬ ▬▬ ▬▬▬ ▬▬ ▬▬▬ ▬ ▬▬▬▬ ▬▬ ▬▬▬ ▬▬ ▬ ▬▬▬▬▬ ▬▬ ▬▬▬ ▬ ▬▬▬ ▬▬▬▬ ▬ ▬▬ ▬▬▬ ▬▬ ▬▬▬ ▬ ▬▬▬▬ ▬▬ ▬▬▬ ▬▬ ▬ ▬▬▬▬▬ ▬▬ ▬▬▬ ▬ ▬▬▬ ▬▬▬▬ ▬ ▬▬ ▬▬▬ ▬▬ ▬▬▬ ▬ ▬▬▬▬ ▬▬ ▬▬▬ ▬▬ ▬ ▬▬▬▬▬ ▬▬ ▬▬▬ ▬ ▬▬▬ ▬▬▬▬ ▬ ▬▬ ▬▬▬ ▬▬ ▬▬▬ ▬ ▬▬▬▬ ▬▬ ▬▬▬ ▬▬ ▬ ▬▬▬▬▬ ▬▬ ▬▬▬ ▬ ▬▬▬ ▬▬▬▬ ▬ ▬▬ ▬▬▬ ▬▬ ▬▬▬ ▬ ▬▬▬▬ ▬▬ ▬▬▬ ▬▬ ▬ ▬▬▬▬▬ ▬▬ ▬▬▬ ▬ ▬▬▬ ▬▬▬▬ ▬ ▬▬ ▬▬▬ ▬▬ ▬▬▬ ▬ ▬▬▬▬ ▬▬ ▬▬▬ ▬▬ ▬ ▬▬▬▬▬ ▬▬ ▬▬▬ ▬ ▬▬▬ ▬▬▬▬ ▬ ▬▬ ▬▬▬ ▬▬ ▬▬▬ ▬ ▬▬▬▬ ▬▬ ▬▬▬ ▬▬ ▬ ▬▬▬▬▬ ▬▬ ▬▬▬ ▬ ▬▬▬ ▬▬▬▬ ▬ ▬▬ ▬▬▬ ▬▬ ▬▬▬ ▬ ▬▬▬▬ ▬▬ ▬▬▬ ▬▬ ▬ ▬▬▬▬▬ ▬▬ ▬▬▬ ▬ ▬▬▬ ▬▬▬▬ ▬ ▬▬ ▬▬▬ ▬▬ ▬▬▬ ▬ ▬▬▬▬ ▬▬ ▬▬▬ ▬▬ ▬ ▬▬▬▬▬ ▬▬ ▬▬▬ ▬ ▬▬▬ ▬▬▬▬ ▬ ▬▬ ▬▬▬ ▬▬ ▬▬▬ ▬ ▬▬▬▬ ▬▬ ▬▬▬ ▬▬ ▬ ▬▬▬▬▬ ▬▬ ▬▬▬ ▬ ▬▬▬ ▬▬▬▬ ▬ ▬▬ ▬▬▬ ▬▬ ▬▬▬ ▬ ▬▬▬▬ ▬▬ ▬▬▬ ▬▬ ▬ ▬▬▬▬▬ ▬▬ ▬▬▬ ▬ ▬▬▬ ▬▬▬▬ ▬ ▬▬ ▬▬▬ ▬▬ ▬▬▬ ▬ ▬▬▬▬ ▬▬ ▬▬▬ ▬▬ ▬ ▬▬▬▬▬ ▬▬ ▬▬▬ ▬ ▬▬▬ ▬▬▬▬ ▬ ▬▬ ▬▬▬ ▬▬ ▬▬▬ ▬ ▬▬▬▬ ▬▬ ▬▬▬ ▬▬ ▬ ▬▬▬▬▬ ▬▬ ▬▬▬ ▬ ▬▬▬ ▬▬▬▬ ▬ ▬▬ ▬▬▬ ▬▬ ▬▬▬ ▬ ▬▬▬▬ ▬▬ ▬▬▬ ▬▬ ▬ ▬▬▬▬▬ ▬▬ ▬▬▬ ▬ ▬▬▬ ▬▬▬▬ ▬ ▬▬ ▬▬▬ ▬▬ ▬▬▬ ▬ ▬▬▬▬ ▬▬ ▬▬▬ ▬▬ ▬ ▬▬▬▬▬ ▬▬ ▬▬▬ ▬ ▬▬▬ ▬▬▬▬ ▬ ▬▬ ▬▬▬ ▬▬ ▬▬▬ ▬ ▬▬▬▬ ▬▬ ▬▬▬ ▬▬ ▬ ▬▬▬▬▬ ▬▬ ▬▬▬ ▬ ▬▬▬ ▬▬▬▬ ▬ ▬▬ ▬▬▬ ▬▬ ▬▬▬ ▬ ▬▬▬▬ ▬▬ ▬ bbox=[794, 946, 941, 1102]
dateline: (BY TELEGRAPH—PRESS ASSOCIATION.) bbox=[360, 1294, 439, 1300]
column-3 bbox=[322, 42, 478, 1627]
column-7 bbox=[946, 42, 1102, 1627]
headline: PERSONAL NOTES FROM LONDON. bbox=[502, 824, 609, 831]
dateline: (BY TELEGRAPH—PRESS ASSOCIATION.) bbox=[360, 984, 439, 990]
headline: MOTOR GARAGE ON FIRE. bbox=[983, 409, 1065, 417]
article-body-texture: ▬▬ ▬▬▬ ▬ ▬▬▬▬ ▬▬ ▬▬▬ ▬▬ ▬ ▬▬▬▬▬ ▬▬ ▬▬▬ ▬ ▬▬▬ ▬▬▬▬ ▬ ▬▬ ▬▬▬ ▬▬ ▬▬▬ ▬ ▬▬▬▬ ▬▬ ▬▬▬ ▬▬ ▬ ▬▬▬▬▬ ▬▬ ▬▬▬ ▬ ▬▬▬ ▬▬▬▬ ▬ ▬▬ ▬▬▬ ▬▬ ▬▬▬ ▬ ▬▬▬▬ ▬▬ ▬▬▬ ▬▬ ▬ ▬▬▬▬▬ ▬▬ ▬▬▬ ▬ ▬▬▬ ▬▬▬▬ ▬ ▬▬ ▬▬▬ ▬▬ ▬▬▬ ▬ ▬▬▬▬ ▬▬ ▬▬▬ ▬▬ ▬ ▬▬▬▬▬ ▬▬ ▬▬▬ ▬ ▬▬▬ ▬▬▬▬ ▬ ▬▬ ▬▬▬ ▬▬ ▬▬▬ ▬ ▬▬▬▬ ▬▬ ▬▬▬ ▬▬ ▬ ▬▬▬▬▬ ▬▬ ▬▬▬ ▬ ▬▬▬ ▬▬▬▬ ▬ ▬▬ ▬▬▬ ▬▬ ▬▬▬ ▬ ▬▬▬▬ ▬▬ ▬▬▬ ▬▬ ▬ ▬▬▬▬▬ ▬▬ ▬▬▬ ▬ ▬▬▬ ▬▬▬▬ ▬ ▬▬ ▬▬▬ ▬▬ ▬▬▬ ▬ ▬▬▬▬ ▬▬ ▬▬▬ ▬▬ ▬ ▬▬▬▬▬ ▬▬ ▬▬▬ ▬ ▬▬▬ ▬▬▬▬ ▬ bbox=[950, 489, 1098, 545]
dateline: (BY TELEGRAPH—PRESS ASSOCIATION.) bbox=[672, 61, 751, 66]
article-body-texture: ▬▬ ▬▬▬ ▬ ▬▬▬▬ ▬▬ ▬▬▬ ▬▬ ▬ ▬▬▬▬▬ ▬▬ ▬▬▬ ▬ ▬▬▬ ▬▬▬▬ ▬ ▬▬ ▬▬▬ ▬▬ ▬▬▬ ▬ ▬▬▬▬ ▬▬ ▬▬▬ ▬▬ ▬ ▬▬▬▬▬ ▬▬ ▬▬▬ ▬ ▬▬▬ ▬▬▬▬ ▬ ▬▬ ▬▬▬ ▬▬ ▬▬▬ ▬ ▬▬▬▬ ▬▬ ▬▬▬ ▬▬ ▬ ▬▬▬▬▬ ▬▬ ▬▬▬ ▬ ▬▬▬ ▬▬▬▬ ▬ ▬▬ ▬▬▬ ▬▬ ▬▬▬ ▬ ▬▬▬▬ ▬▬ ▬▬▬ ▬▬ ▬ ▬▬▬▬▬ ▬▬ ▬▬▬ ▬ ▬▬▬ ▬▬▬▬ ▬ ▬▬ ▬▬▬ ▬▬ ▬▬▬ ▬ ▬▬▬▬ ▬▬ ▬▬▬ ▬▬ ▬ ▬▬▬▬▬ ▬▬ ▬▬▬ ▬ ▬▬▬ ▬▬▬▬ ▬ ▬▬ ▬▬▬ ▬▬ ▬▬▬ ▬ ▬▬▬▬ ▬▬ ▬▬▬ ▬▬ ▬ ▬▬▬▬▬ ▬▬ ▬▬▬ ▬ ▬▬▬ ▬▬▬▬ ▬ ▬▬ ▬▬▬ ▬▬ ▬▬▬ ▬ ▬▬▬▬ ▬▬ ▬▬▬ ▬▬ ▬ ▬▬▬▬▬ ▬▬ ▬▬▬ ▬ ▬▬▬ ▬▬▬▬ ▬ bbox=[950, 980, 1098, 1036]
column-5 bbox=[634, 42, 790, 1627]
headline: WEST COAST ITEMS. bbox=[992, 901, 1056, 909]
headline: WAITEMATA. bbox=[67, 985, 108, 993]
section-rule bbox=[334, 966, 465, 969]
article-body-texture: ▬▬ ▬▬▬ ▬ ▬▬▬▬ ▬▬ ▬▬▬ ▬▬ ▬ ▬▬▬▬▬ ▬▬ ▬▬▬ ▬ ▬▬▬ ▬▬▬▬ ▬ ▬▬ ▬▬▬ ▬▬ ▬▬▬ ▬ ▬▬▬▬ ▬▬ ▬▬▬ ▬▬ ▬ ▬▬▬▬▬ ▬▬ ▬▬▬ ▬ ▬▬▬ ▬▬▬▬ ▬ ▬▬ ▬▬▬ ▬▬ ▬▬▬ ▬ ▬▬▬▬ ▬▬ ▬▬▬ ▬▬ ▬ ▬▬▬▬▬ ▬▬ ▬▬▬ ▬ ▬▬▬ ▬▬▬▬ ▬ ▬▬ ▬▬▬ ▬▬ ▬▬▬ ▬ ▬▬▬▬ ▬▬ ▬▬▬ ▬▬ ▬ ▬▬▬▬▬ ▬▬ ▬▬▬ ▬ ▬▬▬ ▬▬▬▬ ▬ ▬▬ ▬▬▬ ▬▬ ▬▬▬ ▬ ▬▬▬▬ ▬▬ ▬▬▬ ▬▬ ▬ ▬▬▬▬▬ ▬▬ ▬▬▬ ▬ ▬▬▬ ▬▬▬▬ ▬ ▬▬ ▬▬▬ ▬▬ ▬▬▬ ▬ ▬▬▬▬ ▬▬ ▬▬▬ ▬▬ ▬ ▬▬▬▬▬ ▬▬ ▬▬▬ ▬ ▬▬▬ ▬▬▬▬ ▬ ▬▬ ▬▬▬ ▬▬ ▬▬▬ ▬ ▬▬▬▬ ▬▬ ▬▬▬ ▬▬ ▬ ▬▬▬▬▬ ▬▬ ▬▬▬ ▬ ▬▬▬ ▬▬▬▬ ▬ ▬▬ ▬▬▬ ▬▬ ▬▬▬ ▬ ▬▬▬▬ ▬▬ ▬▬▬ ▬▬ ▬ ▬▬▬▬▬ ▬▬ ▬▬▬ ▬ ▬▬▬ ▬▬▬▬ ▬ ▬▬ ▬▬▬ ▬▬ ▬▬▬ ▬ ▬▬▬▬ ▬▬ ▬▬▬ ▬▬ ▬ ▬▬▬▬▬ ▬▬ ▬▬▬ ▬ ▬▬▬ ▬▬▬▬ ▬ ▬▬ ▬▬▬ ▬▬ ▬▬▬ ▬ ▬▬▬▬ ▬▬ ▬▬▬ ▬▬ ▬ ▬▬▬▬▬ ▬▬ ▬▬▬ ▬ ▬▬▬ ▬▬▬▬ ▬ ▬▬ ▬▬▬ ▬▬ ▬▬▬ ▬ ▬▬▬▬ ▬▬ ▬▬▬ ▬▬ ▬ ▬▬▬▬▬ ▬▬ ▬▬▬ ▬ ▬▬▬ ▬▬▬▬ ▬ ▬▬ ▬▬▬ ▬▬ ▬▬▬ ▬ ▬▬▬▬ ▬▬ ▬▬▬ ▬▬ ▬ ▬▬▬▬▬ ▬▬ ▬▬▬ ▬ ▬▬▬ ▬▬▬▬ ▬ ▬▬ ▬▬▬ ▬▬ ▬▬▬ ▬ ▬▬▬▬ ▬▬ ▬▬▬ ▬▬ ▬ ▬▬▬▬▬ ▬▬ ▬▬▬ ▬ ▬▬▬ ▬▬▬▬ ▬ ▬▬ ▬▬▬ ▬▬ ▬▬▬ ▬ ▬▬▬▬ ▬▬ ▬▬▬ ▬▬ ▬ ▬▬▬▬▬ ▬▬ ▬▬▬ ▬ ▬▬▬ ▬▬▬▬ ▬ ▬▬ ▬▬▬ ▬▬ ▬▬▬ ▬ ▬▬▬▬ ▬▬ ▬▬▬ ▬▬ ▬ ▬▬ bbox=[170, 338, 317, 455]
headline: FARM LABOURERS' DISPUTE. bbox=[190, 47, 297, 70]
dateline: (BY TELEGRAPH—PRESS ASSOCIATION.) bbox=[360, 73, 439, 78]
headline: BOARD AND LODGING. bbox=[208, 846, 279, 854]
article-body-texture: ▬▬ ▬▬▬ ▬ ▬▬▬▬ ▬▬ ▬▬▬ ▬▬ ▬ ▬▬▬▬▬ ▬▬ ▬▬▬ ▬ ▬▬▬ ▬▬▬▬ ▬ ▬▬ ▬▬▬ ▬▬ ▬▬▬ ▬ ▬▬▬▬ ▬▬ ▬▬▬ ▬▬ ▬ ▬▬▬▬▬ ▬▬ ▬▬▬ ▬ ▬▬▬ ▬▬▬▬ ▬ ▬▬ ▬▬▬ ▬▬ ▬▬▬ ▬ ▬▬▬▬ ▬▬ ▬▬▬ ▬▬ ▬ ▬▬▬▬▬ ▬▬ ▬▬▬ ▬ ▬▬▬ ▬▬▬▬ ▬ ▬▬ ▬▬▬ ▬▬ ▬▬▬ ▬ ▬▬▬▬ ▬▬ ▬▬▬ ▬▬ ▬ ▬▬▬▬▬ ▬▬ ▬▬▬ ▬ ▬▬▬ ▬▬▬▬ ▬ ▬▬ ▬▬▬ ▬▬ ▬▬▬ ▬ ▬▬▬▬ ▬▬ ▬▬▬ ▬▬ ▬ ▬▬▬▬▬ ▬▬ ▬▬▬ ▬ ▬▬▬ ▬▬▬▬ ▬ ▬▬ ▬▬▬ ▬▬ ▬▬▬ ▬ ▬▬▬▬ ▬▬ ▬▬▬ ▬▬ ▬ ▬▬▬▬▬ ▬▬ ▬▬▬ ▬ ▬▬▬ ▬▬▬▬ ▬ ▬▬ ▬▬▬ ▬▬ ▬▬▬ ▬ ▬▬▬▬ ▬▬ ▬▬▬ ▬▬ ▬ ▬▬▬▬▬ ▬▬ ▬▬▬ ▬ ▬▬▬ ▬▬▬▬ ▬ ▬▬ ▬▬▬ ▬▬ ▬▬▬ ▬ ▬▬▬▬ ▬▬ ▬▬▬ ▬▬ ▬ ▬▬▬▬▬ ▬▬ ▬▬▬ ▬ ▬▬▬ ▬▬▬▬ ▬ ▬▬ ▬▬▬ ▬▬ ▬▬▬ ▬ ▬▬▬▬ ▬▬ ▬▬▬ ▬▬ ▬ ▬▬▬▬▬ ▬▬ ▬▬▬ ▬ ▬▬▬ ▬▬▬▬ ▬ ▬▬ ▬▬▬ ▬▬ ▬▬▬ ▬ ▬▬▬▬ ▬▬ ▬▬▬ ▬▬ ▬ ▬▬▬▬▬ ▬▬ ▬▬▬ ▬ ▬▬▬ ▬▬▬▬ ▬ ▬▬ ▬▬▬ ▬▬ ▬▬▬ ▬ ▬▬▬▬ ▬▬ ▬▬▬ ▬▬ ▬ ▬▬▬▬▬ ▬▬ ▬▬▬ ▬ ▬▬▬ ▬▬▬▬ ▬ ▬▬ ▬▬▬ ▬▬ ▬▬▬ ▬ ▬▬▬▬ ▬▬ ▬▬▬ ▬▬ ▬ ▬▬▬▬▬ ▬▬ ▬▬▬ ▬ ▬▬▬ ▬▬▬▬ ▬ ▬▬ ▬▬▬ ▬▬ ▬▬▬ ▬ ▬▬▬▬ ▬▬ ▬▬▬ ▬▬ ▬ ▬▬▬▬▬ ▬▬ ▬▬▬ ▬ ▬▬▬ ▬▬▬▬ ▬ ▬▬ ▬▬▬ ▬▬ ▬▬▬ ▬ ▬▬▬▬ ▬▬ ▬▬▬ ▬▬ ▬ ▬▬▬▬▬ ▬▬ ▬▬▬ ▬ ▬▬▬ ▬▬▬▬ ▬ ▬▬ ▬▬▬ ▬▬ ▬▬▬ ▬ ▬▬▬▬ ▬▬ ▬▬▬ ▬▬ ▬ ▬▬ bbox=[170, 467, 317, 584]
headline: A QUESTION OF JURISDICTION. bbox=[195, 1250, 292, 1258]
headline: Land for Settlement. bbox=[684, 1090, 739, 1098]
headline: INDUSTRIES WEEK. bbox=[993, 1111, 1055, 1119]
headline: THE DAIRY COMMISSIONER bbox=[354, 47, 445, 70]
headline: HOLIDAYS. bbox=[226, 716, 261, 724]
headline: AUCKLAND CITY CENTRAL. bbox=[44, 726, 131, 734]
headline: RECOMMENDATIONS OF THE BOARD. bbox=[185, 200, 302, 207]
dateline: (BY TELEGRAPH—PRESS ASSOCIATION.) bbox=[48, 599, 127, 605]
headline: THE HOLIDAY FEVER. bbox=[828, 567, 907, 576]
article-body-texture: ▬▬ ▬▬▬ ▬ ▬▬▬▬ ▬▬ ▬▬▬ ▬▬ ▬ ▬▬▬▬▬ ▬▬ ▬▬▬ ▬ ▬▬▬ ▬▬▬▬ ▬ ▬▬ ▬▬▬ ▬▬ ▬▬▬ ▬ ▬▬▬▬ ▬▬ ▬▬▬ ▬▬ ▬ ▬▬▬▬▬ ▬▬ ▬▬▬ ▬ ▬▬▬ ▬▬▬▬ ▬ ▬▬ ▬▬▬ ▬▬ ▬▬▬ ▬ ▬▬▬▬ ▬▬ ▬▬▬ ▬▬ ▬ ▬▬▬▬▬ ▬▬ ▬▬▬ ▬ ▬▬▬ ▬▬▬▬ ▬ ▬▬ ▬▬▬ ▬▬ ▬▬▬ ▬ ▬▬▬▬ ▬▬ ▬▬▬ ▬▬ ▬ ▬▬▬▬▬ ▬▬ ▬▬▬ ▬ ▬▬▬ ▬▬▬▬ ▬ ▬▬ ▬▬▬ ▬▬ ▬▬▬ ▬ ▬▬▬▬ ▬▬ ▬▬▬ ▬▬ ▬ ▬▬▬▬▬ ▬▬ ▬▬▬ ▬ ▬▬▬ ▬▬▬▬ ▬ ▬▬ ▬▬▬ ▬▬ ▬▬▬ ▬ ▬▬▬▬ ▬▬ ▬▬▬ ▬▬ ▬ ▬▬▬▬▬ ▬▬ ▬▬▬ ▬ ▬▬▬ ▬▬▬▬ ▬ ▬▬ ▬▬▬ ▬▬ ▬▬▬ ▬ ▬▬▬▬ ▬▬ ▬▬▬ ▬▬ ▬ ▬▬▬▬▬ ▬▬ ▬▬▬ ▬ ▬▬▬ ▬▬▬▬ ▬ ▬▬ ▬▬▬ ▬▬ ▬▬▬ ▬ ▬▬▬▬ ▬▬ ▬▬▬ ▬▬ ▬ ▬▬▬▬▬ ▬▬ ▬▬▬ ▬ ▬▬▬ ▬▬▬▬ ▬ ▬▬ ▬▬▬ ▬▬ ▬▬▬ ▬ ▬▬▬▬ ▬▬ ▬▬▬ ▬▬ ▬ ▬▬▬▬▬ ▬▬ ▬▬▬ ▬ ▬▬▬ ▬▬▬▬ ▬ ▬▬ ▬▬▬ ▬▬ ▬▬▬ ▬ ▬▬▬▬ ▬▬ ▬▬▬ ▬▬ ▬ ▬▬▬▬▬ ▬▬ ▬▬▬ ▬ ▬▬▬ ▬▬▬▬ ▬ ▬▬ ▬▬▬ ▬▬ ▬▬▬ ▬ ▬▬▬▬ ▬▬ ▬▬▬ ▬▬ ▬ ▬▬▬▬▬ ▬▬ ▬▬▬ ▬ ▬▬▬ ▬▬▬▬ ▬ ▬▬ ▬▬▬ ▬▬ ▬▬▬ ▬ ▬▬▬▬ ▬▬ ▬▬▬ ▬▬ ▬ ▬▬▬▬▬ ▬▬ ▬▬▬ ▬ ▬▬▬ ▬▬▬▬ ▬ ▬▬ ▬▬▬ ▬▬ ▬▬▬ ▬ ▬▬▬▬ ▬▬ ▬▬▬ ▬▬ ▬ ▬▬▬▬▬ ▬▬ ▬▬▬ ▬ ▬▬▬ ▬▬▬▬ ▬ ▬▬ ▬▬▬ ▬▬ ▬▬▬ ▬ ▬▬▬▬ ▬▬ ▬▬▬ ▬▬ ▬ ▬▬▬▬▬ ▬▬ ▬▬▬ ▬ ▬▬▬ ▬▬▬▬ ▬ ▬▬ ▬▬▬ ▬▬ ▬▬▬ ▬ ▬▬▬▬ ▬▬ ▬▬▬ ▬▬ ▬ ▬▬ bbox=[14, 55, 161, 172]
advertisement: Woods' Great Peppermint Cure for Coughs and Colds never fails. 1s. 6d. 2s. 6d. bbox=[794, 1441, 941, 1456]
headline: OPERATIVE BAKERS' UNION. bbox=[823, 1273, 912, 1281]
section-rule bbox=[802, 560, 933, 563]
dateline: (BY TELEGRAPH—PRESS ASSOCIATION.) bbox=[48, 323, 127, 329]
headline: PREFERENCE TO UNIONISTS. bbox=[198, 329, 289, 337]
article-body-texture: ▬▬ ▬▬▬ ▬ ▬▬▬▬ ▬▬ ▬▬▬ ▬▬ ▬ ▬▬▬▬▬ ▬▬ ▬▬▬ ▬ ▬▬▬ ▬▬▬▬ ▬ ▬▬ ▬▬▬ ▬▬ ▬▬▬ ▬ ▬▬▬▬ ▬▬ ▬▬▬ ▬▬ ▬ ▬▬▬▬▬ ▬▬ ▬▬▬ ▬ ▬▬▬ ▬▬▬▬ ▬ ▬▬ ▬▬▬ ▬▬ ▬▬▬ ▬ ▬▬▬▬ ▬▬ ▬▬▬ ▬▬ ▬ ▬▬▬▬▬ ▬▬ ▬▬▬ ▬ ▬▬▬ ▬▬▬▬ ▬ ▬▬ ▬▬▬ ▬▬ ▬▬▬ ▬ ▬▬▬▬ ▬▬ ▬▬▬ ▬▬ ▬ ▬▬▬▬▬ ▬▬ ▬▬▬ ▬ ▬▬▬ ▬▬▬▬ ▬ ▬▬ ▬▬▬ ▬▬ ▬▬▬ ▬ ▬▬▬▬ ▬▬ ▬▬▬ ▬▬ ▬ ▬▬▬▬▬ ▬▬ ▬▬▬ ▬ ▬▬▬ ▬▬▬▬ ▬ ▬▬ ▬▬▬ ▬▬ ▬▬▬ ▬ ▬▬▬▬ ▬▬ ▬▬▬ ▬▬ ▬ ▬▬▬▬▬ ▬▬ ▬▬▬ ▬ ▬▬▬ ▬▬▬▬ ▬ ▬▬ ▬▬▬ ▬▬ ▬▬▬ ▬ ▬▬▬▬ ▬▬ ▬▬▬ ▬▬ ▬ ▬▬▬▬▬ ▬▬ ▬▬▬ ▬ ▬▬▬ ▬▬▬▬ ▬ ▬▬ ▬▬▬ ▬▬ ▬▬▬ ▬ ▬▬▬▬ ▬▬ ▬▬▬ ▬▬ ▬ ▬▬▬▬▬ ▬▬ ▬▬▬ ▬ ▬▬▬ ▬▬▬▬ ▬ ▬▬ ▬▬▬ ▬▬ ▬▬▬ ▬ ▬▬▬▬ ▬▬ ▬▬▬ ▬▬ ▬ ▬▬▬▬▬ ▬▬ ▬▬▬ ▬ ▬▬▬ ▬▬▬▬ ▬ ▬▬ ▬▬▬ ▬▬ ▬▬▬ ▬ ▬▬▬▬ ▬▬ ▬▬▬ ▬▬ ▬ ▬▬▬▬▬ ▬▬ ▬▬▬ ▬ ▬▬▬ ▬▬▬▬ ▬ ▬▬ ▬▬▬ ▬▬ ▬▬▬ ▬ ▬▬▬▬ ▬▬ ▬▬▬ ▬▬ ▬ ▬▬▬▬▬ ▬▬ ▬▬▬ ▬ ▬▬▬ ▬▬▬▬ ▬ ▬▬ ▬▬▬ ▬ bbox=[638, 171, 785, 261]
article-body-texture: ▬▬ ▬▬▬ ▬ ▬▬▬▬ ▬▬ ▬▬▬ ▬▬ ▬ ▬▬▬▬▬ ▬▬ ▬▬▬ ▬ ▬▬▬ ▬▬▬▬ ▬ ▬▬ ▬▬▬ ▬▬ ▬▬▬ ▬ ▬▬▬▬ ▬▬ ▬▬▬ ▬▬ ▬ ▬▬▬▬▬ ▬▬ ▬▬▬ ▬ ▬▬▬ ▬▬▬▬ ▬ ▬▬ ▬▬▬ ▬▬ ▬▬▬ ▬ ▬▬▬▬ ▬▬ ▬▬▬ ▬▬ ▬ ▬▬▬▬▬ ▬▬ ▬▬▬ ▬ ▬▬▬ ▬▬▬▬ ▬ ▬▬ ▬▬▬ ▬▬ ▬▬▬ ▬ ▬▬▬▬ ▬▬ ▬▬▬ ▬▬ ▬ ▬▬▬▬▬ ▬▬ ▬▬▬ ▬ ▬▬▬ ▬▬▬▬ ▬ ▬▬ ▬▬▬ ▬▬ ▬▬▬ ▬ ▬▬▬▬ ▬▬ ▬▬▬ ▬▬ ▬ ▬▬▬▬▬ ▬▬ ▬▬▬ ▬ ▬▬▬ ▬▬▬▬ ▬ ▬▬ ▬▬▬ ▬▬ ▬▬▬ ▬ ▬▬▬▬ ▬▬ ▬▬▬ ▬▬ ▬ ▬▬▬▬▬ ▬▬ ▬▬▬ ▬ ▬▬▬ ▬▬▬▬ ▬ ▬▬ ▬▬▬ ▬▬ ▬▬▬ ▬ ▬▬▬▬ ▬▬ ▬▬▬ ▬▬ ▬ ▬▬▬▬▬ ▬▬ ▬▬▬ ▬ ▬▬▬ ▬▬▬▬ ▬ ▬▬ ▬▬▬ ▬▬ ▬▬▬ ▬ ▬▬▬▬ ▬▬ ▬▬▬ ▬▬ ▬ ▬▬▬▬▬ ▬▬ ▬▬▬ ▬ ▬▬▬ ▬▬▬▬ ▬ ▬▬ ▬▬▬ ▬▬ ▬▬▬ ▬ ▬▬▬▬ ▬▬ ▬▬▬ ▬▬ ▬ ▬▬▬▬▬ ▬▬ ▬▬▬ ▬ ▬▬▬ ▬▬▬▬ ▬ ▬▬ ▬▬▬ ▬▬ ▬▬▬ ▬ ▬▬▬▬ ▬▬ ▬▬▬ ▬▬ ▬ ▬▬▬▬▬ ▬▬ ▬▬▬ ▬ ▬▬▬ ▬▬▬▬ ▬ ▬▬ ▬▬▬ ▬▬ ▬▬▬ ▬ ▬▬▬▬ ▬▬ ▬▬▬ ▬▬ ▬ ▬▬▬▬▬ ▬▬ ▬▬▬ ▬ ▬▬▬ ▬▬▬▬ ▬ ▬▬ ▬▬▬ ▬▬ ▬▬▬ ▬ ▬▬▬▬ ▬▬ ▬▬▬ ▬▬ ▬ ▬▬▬▬▬ ▬▬ ▬▬▬ ▬ ▬▬▬ ▬▬▬▬ ▬ ▬▬ ▬▬▬ ▬▬ ▬▬▬ ▬ ▬▬▬▬ ▬▬ ▬▬▬ ▬▬ ▬ ▬▬▬▬▬ ▬▬ ▬▬▬ ▬ ▬▬▬ ▬▬▬▬ ▬ ▬▬ ▬▬▬ ▬▬ ▬▬▬ ▬ ▬▬▬▬ ▬▬ ▬▬▬ ▬▬ ▬ ▬▬▬▬▬ ▬▬ ▬▬▬ ▬ ▬▬▬ ▬▬▬▬ ▬ ▬▬ ▬▬▬ ▬▬ ▬▬▬ ▬ ▬▬▬▬ ▬▬ ▬▬▬ ▬▬ ▬ ▬▬▬▬▬ ▬▬ ▬▬▬ ▬ ▬▬▬ ▬▬▬▬ ▬ ▬▬ ▬▬▬ ▬▬ ▬▬▬ ▬ ▬▬▬▬ ▬▬ ▬▬▬ ▬▬ ▬ ▬▬▬▬▬ ▬▬ ▬▬▬ ▬ ▬▬▬ ▬▬▬▬ ▬ ▬▬ ▬▬▬ ▬▬ ▬▬▬ ▬ ▬▬▬▬ ▬▬ ▬▬▬ ▬▬ ▬ ▬▬▬▬▬ ▬▬ ▬▬▬ ▬ ▬▬▬ ▬▬▬▬ ▬ ▬▬ ▬▬▬ ▬▬ ▬▬▬ ▬ ▬▬▬▬ ▬▬ ▬▬▬ ▬▬ ▬ ▬▬▬▬▬ ▬▬ ▬▬▬ ▬ ▬▬▬ ▬▬▬▬ ▬ ▬▬ ▬▬▬ ▬▬ ▬▬▬ ▬ ▬▬▬▬ ▬▬ ▬▬▬ ▬▬ ▬ ▬▬▬▬▬ ▬▬ ▬▬▬ ▬ ▬▬▬ ▬▬▬▬ ▬ ▬▬ ▬▬▬ ▬▬ ▬▬▬ ▬ ▬▬▬▬ ▬▬ ▬▬▬ ▬▬ ▬ ▬▬▬▬▬ ▬▬ ▬▬▬ ▬ ▬▬▬ ▬▬▬▬ ▬ ▬▬ ▬▬▬ ▬▬ ▬▬▬ ▬ ▬▬▬▬ ▬▬ ▬▬▬ ▬▬ ▬ ▬▬▬▬▬ ▬▬ ▬▬▬ ▬ ▬▬▬ ▬▬▬▬ ▬ ▬▬ ▬▬▬ ▬▬ ▬▬▬ ▬ ▬▬▬▬ ▬▬ ▬▬▬ ▬▬ ▬ ▬▬▬▬▬ ▬▬ ▬▬▬ ▬ ▬▬▬ ▬▬▬▬ ▬ ▬▬ ▬▬▬ ▬▬ ▬▬▬ ▬ ▬▬▬▬ ▬▬ ▬▬▬ ▬▬ ▬ ▬▬▬▬▬ ▬▬ ▬▬▬ ▬ ▬▬▬ ▬▬▬▬ ▬ ▬▬ ▬▬▬ ▬▬ ▬▬▬ ▬ ▬▬▬▬ ▬▬ ▬▬▬ ▬▬ ▬ ▬▬▬▬▬ ▬▬ ▬▬▬ ▬ ▬▬▬ ▬▬▬▬ ▬ ▬▬ ▬▬▬ ▬▬ ▬▬▬ ▬ ▬▬▬▬ ▬▬ ▬▬▬ ▬▬ ▬ ▬▬▬▬▬ ▬▬ ▬▬▬ ▬ ▬▬▬ ▬▬▬▬ ▬ ▬▬ ▬▬▬ ▬▬ ▬▬▬ ▬ ▬▬▬▬ ▬▬ ▬▬▬ ▬▬ ▬ ▬▬▬▬▬ ▬▬ ▬▬▬ ▬ ▬▬▬ ▬▬▬▬ ▬ ▬▬ ▬▬▬ ▬▬ ▬▬▬ ▬ ▬▬▬▬ ▬▬ ▬▬▬ ▬▬ ▬ ▬▬▬▬▬ ▬▬ ▬▬▬ ▬ ▬▬▬ ▬▬▬▬ ▬ ▬▬ ▬▬▬ ▬▬ ▬▬▬ ▬ ▬▬▬▬ ▬▬ ▬▬▬ ▬▬ ▬ ▬▬▬▬▬ ▬▬ ▬▬▬ ▬ ▬▬▬ ▬▬▬▬ ▬ ▬▬ ▬▬▬ ▬▬ ▬▬▬ ▬ ▬▬▬▬ ▬▬ ▬▬▬ ▬▬ ▬ ▬▬▬▬▬ ▬▬ ▬▬▬ ▬ ▬▬▬ ▬▬▬▬ ▬ ▬▬ ▬▬▬ ▬▬ ▬▬▬ ▬ ▬▬▬▬ ▬▬ ▬▬▬ ▬▬ ▬ ▬▬▬▬▬ ▬▬ ▬▬▬ ▬ ▬▬▬ ▬▬▬▬ ▬ ▬▬ ▬▬▬ ▬▬ ▬▬▬ ▬ ▬▬▬▬ ▬▬ ▬▬▬ ▬▬ ▬ ▬▬▬▬▬ ▬▬ ▬▬▬ ▬ ▬▬▬ ▬▬▬▬ ▬ ▬▬ ▬▬▬ ▬▬ ▬▬▬ ▬ ▬▬▬▬ ▬▬ ▬▬▬ ▬▬ ▬ ▬▬▬▬▬ ▬▬ ▬▬▬ ▬ ▬▬▬ ▬▬▬▬ ▬ ▬▬ ▬▬▬ ▬▬ ▬▬▬ ▬ ▬▬▬▬ ▬▬ ▬▬▬ ▬▬ ▬ ▬▬▬▬▬ ▬▬ ▬▬▬ ▬ ▬▬▬ ▬▬▬▬ ▬ ▬▬ ▬▬▬ ▬▬ ▬▬▬ ▬ ▬▬▬▬ ▬▬ ▬▬▬ ▬▬ ▬ ▬▬▬▬▬ ▬▬ ▬▬▬ ▬ ▬▬▬ ▬▬▬▬ ▬ ▬▬ ▬▬▬ ▬▬ ▬▬▬ ▬ ▬▬▬▬ ▬▬ ▬▬▬ ▬▬ ▬ ▬▬▬▬▬ ▬▬ ▬▬▬ ▬ ▬▬▬ ▬▬▬▬ ▬ ▬▬ ▬▬▬ ▬▬ ▬▬▬ ▬ ▬▬▬▬ ▬▬ ▬▬▬ ▬▬ ▬ ▬▬▬▬▬ ▬▬ ▬▬▬ ▬ ▬▬▬ ▬▬▬▬ ▬ ▬▬ ▬▬▬ ▬▬ ▬▬▬ ▬ ▬▬▬▬ ▬▬ ▬▬▬ ▬▬ ▬ ▬▬▬▬▬ ▬▬ ▬▬▬ ▬ ▬▬▬ ▬▬▬▬ ▬ ▬▬ ▬▬▬ ▬▬ ▬▬▬ ▬ ▬▬▬▬ ▬▬ ▬▬▬ ▬▬ ▬ ▬▬▬▬▬ ▬▬ ▬▬▬ ▬ ▬▬▬ ▬▬▬▬ ▬ ▬▬ ▬▬▬ ▬▬ ▬▬▬ ▬ ▬▬▬▬ ▬▬ ▬▬▬ ▬▬ ▬ ▬▬▬▬▬ ▬▬ ▬▬▬ ▬ ▬▬▬ ▬▬▬▬ ▬ ▬▬ ▬▬▬ ▬▬ ▬▬▬ ▬ ▬▬▬▬ ▬▬ ▬▬▬ ▬▬ ▬ ▬▬▬▬▬ ▬▬ ▬▬▬ ▬ ▬▬▬ ▬▬▬▬ ▬ ▬▬ ▬▬▬ bbox=[482, 80, 629, 404]
article-body-texture: ▬▬ ▬▬▬ ▬ ▬▬▬▬ ▬▬ ▬▬▬ ▬▬ ▬ ▬▬▬▬▬ ▬▬ ▬▬▬ ▬ ▬▬▬ ▬▬▬▬ ▬ ▬▬ ▬▬▬ ▬▬ ▬▬▬ ▬ ▬▬▬▬ ▬▬ ▬▬▬ ▬▬ ▬ ▬▬▬▬▬ ▬▬ ▬▬▬ ▬ ▬▬▬ ▬▬▬▬ ▬ ▬▬ ▬▬▬ ▬▬ ▬▬▬ ▬ ▬▬▬▬ ▬▬ ▬▬▬ ▬▬ ▬ ▬▬▬▬▬ ▬▬ ▬▬▬ ▬ ▬▬▬ ▬▬▬▬ ▬ ▬▬ ▬▬▬ ▬▬ ▬▬▬ ▬ ▬▬▬▬ ▬▬ ▬▬▬ ▬▬ ▬ ▬▬▬▬▬ ▬▬ ▬▬▬ ▬ ▬▬▬ ▬▬▬▬ ▬ ▬▬ ▬▬▬ ▬▬ ▬▬▬ ▬ ▬▬▬▬ ▬▬ ▬▬▬ ▬▬ ▬ ▬▬▬▬▬ ▬▬ ▬▬▬ ▬ ▬▬▬ ▬▬▬▬ ▬ ▬▬ ▬▬▬ ▬▬ ▬▬▬ ▬ ▬▬▬▬ ▬▬ ▬▬▬ ▬▬ ▬ ▬▬▬▬▬ ▬▬ ▬▬▬ ▬ ▬▬▬ ▬▬▬▬ ▬ ▬▬ ▬▬▬ ▬▬ ▬▬▬ ▬ ▬▬▬▬ ▬▬ ▬▬▬ ▬▬ ▬ ▬▬▬▬▬ ▬▬ ▬▬▬ ▬ ▬▬▬ ▬▬▬▬ ▬ ▬▬ ▬▬▬ ▬▬ ▬▬▬ ▬ ▬▬▬▬ ▬▬ ▬▬▬ ▬▬ ▬ ▬▬▬▬▬ ▬▬ ▬▬▬ ▬ ▬▬▬ ▬▬▬▬ ▬ ▬▬ ▬▬▬ ▬▬ ▬▬▬ ▬ ▬▬▬▬ ▬▬ ▬▬▬ ▬▬ ▬ ▬▬▬▬▬ ▬▬ ▬▬▬ ▬ ▬▬▬ ▬▬▬▬ ▬ ▬▬ ▬▬▬ ▬▬ ▬▬▬ ▬ ▬▬▬▬ ▬▬ ▬▬▬ ▬▬ ▬ ▬▬▬▬▬ ▬▬ ▬▬▬ ▬ ▬▬▬ ▬▬▬▬ ▬ ▬▬ ▬▬▬ ▬▬ ▬▬▬ ▬ ▬▬▬▬ ▬▬ ▬▬▬ ▬▬ ▬ ▬▬▬▬▬ ▬▬ ▬▬▬ ▬ ▬▬▬ ▬▬▬▬ ▬ ▬▬ ▬▬▬ ▬▬ ▬▬▬ ▬ ▬▬▬▬ ▬▬ ▬▬▬ ▬▬ ▬ ▬▬▬▬▬ ▬▬ ▬▬▬ ▬ ▬▬▬ ▬▬▬▬ ▬ ▬▬ ▬▬▬ ▬▬ ▬▬▬ ▬ ▬▬▬▬ ▬▬ ▬▬▬ ▬▬ ▬ ▬▬▬▬▬ ▬▬ ▬▬▬ ▬ ▬▬▬ ▬▬▬▬ ▬ ▬▬ ▬▬▬ ▬▬ ▬▬▬ ▬ ▬▬▬▬ ▬▬ ▬▬▬ ▬▬ ▬ ▬▬▬▬▬ ▬▬ ▬▬▬ ▬ ▬▬▬ ▬▬▬▬ ▬ ▬▬ ▬▬▬ ▬▬ ▬▬▬ ▬ ▬▬▬▬ ▬▬ ▬▬▬ ▬▬ ▬ ▬▬▬▬▬ ▬▬ ▬▬▬ ▬ ▬▬▬ ▬▬▬▬ ▬ ▬▬ ▬▬▬ ▬▬ ▬▬▬ ▬ ▬▬▬▬ ▬▬ ▬▬▬ ▬▬ ▬ ▬▬▬▬▬ ▬▬ ▬▬▬ ▬ ▬▬▬ ▬▬▬▬ ▬ ▬▬ ▬▬▬ ▬▬ ▬▬▬ ▬ ▬▬▬▬ ▬▬ ▬▬▬ ▬▬ ▬ ▬▬▬▬▬ bbox=[326, 1301, 473, 1435]
headline: NEW ZEALAND NEWS. bbox=[963, 47, 1085, 58]
headline: RAILWAY INSPECTION. bbox=[988, 831, 1060, 839]
column-4 bbox=[478, 42, 634, 1627]
section-rule bbox=[178, 1105, 309, 1108]
column-1 bbox=[10, 42, 166, 1627]
article-body-texture: ▬▬ ▬▬▬ ▬ ▬▬▬▬ ▬▬ ▬▬▬ ▬▬ ▬ ▬▬▬▬▬ ▬▬ ▬▬▬ ▬ ▬▬▬ ▬▬▬▬ ▬ ▬▬ ▬▬▬ ▬▬ ▬▬▬ ▬ ▬▬▬▬ ▬▬ ▬▬▬ ▬▬ ▬ ▬▬▬▬▬ ▬▬ ▬▬▬ ▬ ▬▬▬ ▬▬▬▬ ▬ ▬▬ ▬▬▬ ▬▬ ▬▬▬ ▬ ▬▬▬▬ ▬▬ ▬▬▬ ▬▬ ▬ ▬▬▬▬▬ ▬▬ ▬▬▬ ▬ ▬▬▬ ▬▬▬▬ ▬ ▬▬ ▬▬▬ ▬▬ ▬▬▬ ▬ ▬▬▬▬ ▬▬ ▬▬▬ ▬▬ ▬ ▬▬▬▬▬ ▬▬ ▬▬▬ ▬ ▬▬▬ ▬▬▬▬ ▬ ▬▬ ▬▬▬ ▬▬ ▬▬▬ ▬ ▬▬▬▬ ▬▬ ▬▬▬ ▬▬ ▬ ▬▬▬▬▬ ▬▬ ▬▬▬ ▬ ▬▬▬ ▬▬▬▬ ▬ ▬▬ ▬▬▬ ▬▬ ▬▬▬ ▬ ▬▬▬▬ ▬▬ ▬▬▬ ▬▬ ▬ ▬▬▬▬▬ ▬▬ ▬▬▬ ▬ ▬▬▬ ▬▬▬▬ ▬ ▬▬ ▬▬▬ ▬▬ ▬▬▬ ▬ ▬▬▬▬ ▬▬ ▬▬▬ ▬▬ ▬ ▬▬▬▬▬ ▬▬ ▬▬▬ ▬ ▬▬▬ ▬▬▬▬ ▬ ▬▬ ▬▬▬ ▬▬ ▬▬▬ ▬ ▬▬▬▬ ▬▬ ▬▬▬ ▬▬ ▬ ▬▬▬▬▬ ▬▬ ▬▬▬ ▬ ▬▬▬ ▬▬▬▬ ▬ ▬▬ ▬▬▬ ▬▬ ▬▬▬ ▬ ▬▬▬▬ ▬▬ ▬▬▬ ▬▬ ▬ ▬▬▬▬▬ ▬▬ ▬▬▬ ▬ ▬▬▬ ▬▬▬▬ ▬ ▬▬ ▬▬▬ ▬▬ ▬▬▬ ▬ ▬▬▬▬ ▬▬ ▬▬▬ ▬▬ ▬ ▬▬▬▬▬ ▬▬ ▬▬▬ ▬ ▬▬▬ ▬▬▬▬ ▬ ▬▬ ▬▬▬ ▬▬ ▬▬▬ ▬ ▬▬▬▬ ▬▬ ▬▬▬ ▬▬ ▬ ▬▬▬▬▬ ▬▬ ▬▬▬ ▬ ▬▬▬ ▬▬▬▬ ▬ ▬▬ ▬▬▬ ▬▬ ▬▬▬ ▬ ▬▬▬▬ ▬▬ ▬▬▬ ▬▬ ▬ ▬▬▬▬▬ ▬▬ ▬▬▬ ▬ ▬▬▬ ▬▬▬▬ ▬ ▬▬ ▬▬▬ ▬▬ ▬▬▬ ▬ ▬▬▬▬ ▬▬ ▬▬▬ ▬▬ ▬ ▬▬▬▬▬ ▬▬ ▬▬▬ ▬ ▬▬▬ ▬▬▬▬ ▬ ▬▬ ▬▬▬ ▬▬ ▬▬▬ ▬ ▬▬▬▬ ▬▬ ▬▬▬ ▬▬ ▬ ▬▬▬▬▬ ▬▬ ▬▬▬ ▬ ▬▬▬ ▬▬▬▬ ▬ ▬▬ ▬▬▬ ▬▬ ▬▬▬ ▬ ▬▬▬▬ ▬▬ ▬▬▬ ▬▬ ▬ ▬▬ bbox=[170, 80, 317, 196]
article-body-texture: ▬▬ ▬▬▬ ▬ ▬▬▬▬ ▬▬ ▬▬▬ ▬▬ ▬ ▬▬▬▬▬ ▬▬ ▬▬▬ ▬ ▬▬▬ ▬▬▬▬ ▬ ▬▬ ▬▬▬ ▬▬ ▬▬▬ ▬ ▬▬▬▬ ▬▬ ▬▬▬ ▬▬ ▬ ▬▬▬▬▬ ▬▬ ▬▬▬ ▬ ▬▬▬ ▬▬▬▬ ▬ ▬▬ ▬▬▬ ▬▬ ▬▬▬ ▬ ▬▬▬▬ ▬▬ ▬▬▬ ▬▬ ▬ ▬▬▬▬▬ ▬▬ ▬▬▬ ▬ ▬▬▬ ▬▬▬▬ ▬ ▬▬ ▬▬▬ ▬▬ ▬▬▬ ▬ ▬▬▬▬ ▬▬ ▬▬▬ ▬▬ ▬ ▬▬▬▬▬ ▬▬ ▬▬▬ ▬ ▬▬▬ ▬▬▬▬ ▬ ▬▬ ▬▬▬ ▬▬ ▬▬▬ ▬ ▬▬▬▬ ▬▬ ▬▬▬ ▬▬ ▬ ▬▬▬▬▬ ▬▬ ▬▬▬ ▬ ▬▬▬ ▬▬▬▬ ▬ ▬▬ ▬▬▬ ▬▬ ▬▬▬ ▬ ▬▬▬▬ ▬▬ ▬▬▬ ▬▬ ▬ ▬▬▬▬▬ ▬▬ ▬▬▬ ▬ ▬▬▬ ▬▬▬▬ ▬ ▬▬ ▬▬▬ ▬▬ ▬▬▬ ▬ ▬▬▬▬ ▬▬ ▬▬▬ ▬▬ ▬ ▬▬▬▬▬ ▬▬ ▬▬▬ ▬ ▬▬▬ ▬▬▬▬ ▬ bbox=[950, 770, 1098, 826]
article-body-texture: ▬▬ ▬▬▬ ▬ ▬▬▬▬ ▬▬ ▬▬▬ ▬▬ ▬ ▬▬▬▬▬ ▬▬ ▬▬▬ ▬ ▬▬▬ ▬▬▬▬ ▬ ▬▬ ▬▬▬ ▬▬ ▬▬▬ ▬ ▬▬▬▬ ▬▬ ▬▬▬ ▬▬ ▬ ▬▬▬▬▬ ▬▬ ▬▬▬ ▬ ▬▬▬ ▬▬▬▬ ▬ ▬▬ ▬▬▬ ▬▬ ▬▬▬ ▬ ▬▬▬▬ ▬▬ ▬▬▬ ▬▬ ▬ ▬▬▬▬▬ ▬▬ ▬▬▬ ▬ ▬▬▬ ▬▬▬▬ ▬ ▬▬ ▬▬▬ ▬▬ ▬▬▬ ▬ ▬▬▬▬ ▬▬ ▬▬▬ ▬▬ ▬ ▬▬▬▬▬ ▬▬ ▬▬▬ ▬ ▬▬▬ ▬▬▬▬ ▬ ▬▬ ▬▬▬ ▬▬ ▬▬▬ ▬ ▬▬▬▬ ▬▬ ▬▬▬ ▬▬ ▬ ▬▬▬▬▬ ▬▬ ▬▬▬ ▬ ▬▬▬ ▬▬▬▬ ▬ ▬▬ ▬▬▬ ▬▬ ▬▬▬ ▬ ▬▬▬▬ ▬▬ ▬▬▬ ▬▬ ▬ ▬▬▬▬▬ ▬▬ ▬▬▬ ▬ ▬▬▬ ▬▬▬▬ ▬ ▬▬ ▬▬▬ ▬▬ ▬▬▬ ▬ ▬▬▬▬ ▬▬ ▬▬▬ ▬▬ ▬ ▬▬▬▬▬ ▬▬ ▬▬▬ ▬ ▬▬▬ ▬▬▬▬ ▬ ▬▬ ▬▬▬ ▬▬ ▬▬▬ ▬ ▬▬▬▬ ▬▬ ▬▬▬ ▬▬ ▬ ▬▬▬▬▬ ▬▬ ▬▬▬ ▬ ▬▬▬ ▬▬▬▬ ▬ ▬▬ ▬▬▬ ▬▬ ▬▬▬ ▬ ▬▬▬▬ ▬▬ ▬▬▬ ▬▬ ▬ ▬▬▬▬▬ ▬▬ ▬▬▬ ▬ ▬▬▬ ▬▬▬▬ ▬ ▬▬ ▬▬▬ ▬▬ ▬▬▬ ▬ ▬▬▬▬ ▬▬ ▬▬▬ ▬▬ ▬ ▬▬▬▬▬ ▬▬ ▬▬▬ ▬ ▬▬▬ ▬▬▬▬ ▬ ▬▬ ▬▬▬ ▬▬ ▬▬▬ ▬ ▬▬▬▬ ▬▬ ▬▬▬ ▬▬ ▬ ▬▬▬▬▬ ▬▬ ▬▬▬ ▬ ▬▬▬ ▬▬▬▬ ▬ ▬▬ ▬▬▬ ▬▬ ▬▬▬ ▬ ▬▬▬▬ ▬▬ ▬▬▬ ▬▬ ▬ ▬▬▬▬▬ ▬▬ ▬▬▬ ▬ ▬▬▬ ▬▬▬▬ ▬ ▬▬ ▬▬▬ ▬▬ ▬▬▬ ▬ ▬▬▬▬ ▬▬ ▬▬▬ ▬▬ ▬ ▬▬▬▬▬ ▬▬ ▬▬▬ ▬ ▬▬▬ ▬▬▬▬ ▬ ▬▬ ▬▬▬ ▬▬ ▬▬▬ ▬ ▬▬▬▬ ▬▬ ▬▬▬ ▬▬ ▬ ▬▬▬▬▬ ▬▬ ▬▬▬ ▬ ▬▬▬ ▬▬▬▬ ▬ ▬▬ ▬▬▬ ▬▬ ▬▬▬ ▬ ▬▬▬▬ ▬▬ ▬▬▬ ▬▬ ▬ ▬▬▬▬▬ ▬▬ ▬▬▬ ▬ ▬▬▬ ▬▬▬▬ ▬ ▬▬ ▬▬▬ ▬▬ ▬▬▬ ▬ ▬▬▬▬ ▬▬ ▬▬▬ ▬▬ ▬ ▬▬▬▬▬ ▬▬ ▬▬▬ ▬ ▬▬▬ ▬▬▬▬ ▬ ▬▬ ▬▬▬ ▬▬ ▬▬▬ ▬ ▬▬▬▬ ▬▬ ▬▬▬ ▬▬ ▬ ▬▬▬▬▬ ▬▬ ▬▬▬ ▬ ▬▬▬ ▬▬▬▬ ▬ ▬▬ ▬▬▬ ▬▬ ▬▬▬ ▬ ▬▬▬▬ ▬▬ ▬▬▬ ▬▬ ▬ ▬▬▬▬▬ ▬▬ ▬▬▬ ▬ ▬▬▬ ▬▬▬▬ ▬ ▬▬ ▬▬▬ ▬▬ ▬▬▬ ▬ ▬▬▬▬ ▬▬ ▬▬▬ ▬▬ ▬ ▬▬▬▬▬ ▬▬ ▬▬▬ ▬ ▬▬▬ ▬▬▬▬ ▬ ▬▬ ▬▬▬ ▬▬ ▬▬▬ ▬ ▬▬▬▬ ▬▬ ▬ bbox=[794, 1282, 941, 1438]
section-rule bbox=[22, 305, 153, 308]
headline: NEW ZEALANDERS ABROAD bbox=[503, 47, 608, 70]
article-body-texture: ▬▬ ▬▬▬ ▬ ▬▬▬▬ ▬▬ ▬▬▬ ▬▬ ▬ ▬▬▬▬▬ ▬▬ ▬▬▬ ▬ ▬▬▬ ▬▬▬▬ ▬ ▬▬ ▬▬▬ ▬▬ ▬▬▬ ▬ ▬▬▬▬ ▬▬ ▬▬▬ ▬▬ ▬ ▬▬▬▬▬ ▬▬ ▬▬▬ ▬ ▬▬▬ ▬▬▬▬ ▬ ▬▬ ▬▬▬ ▬▬ ▬▬▬ ▬ ▬▬▬▬ ▬▬ ▬▬▬ ▬▬ ▬ ▬▬▬▬▬ ▬▬ ▬▬▬ ▬ ▬▬▬ ▬▬▬▬ ▬ ▬▬ ▬▬▬ ▬▬ ▬▬▬ ▬ ▬▬▬▬ ▬▬ ▬▬▬ ▬▬ ▬ ▬▬▬▬▬ ▬▬ ▬▬▬ ▬ ▬▬▬ ▬▬▬▬ ▬ ▬▬ ▬▬▬ ▬▬ ▬▬▬ ▬ ▬▬▬▬ ▬▬ ▬▬▬ ▬▬ ▬ ▬▬▬▬▬ ▬▬ ▬▬▬ ▬ ▬▬▬ ▬▬▬▬ ▬ ▬▬ ▬▬▬ ▬▬ ▬▬▬ ▬ ▬▬▬▬ ▬▬ ▬▬▬ ▬▬ ▬ ▬▬▬▬▬ ▬▬ ▬▬▬ ▬ ▬▬▬ ▬▬▬▬ ▬ ▬▬ ▬▬▬ ▬▬ ▬▬▬ ▬ ▬▬▬▬ ▬▬ ▬▬▬ ▬▬ ▬ ▬▬▬▬▬ ▬▬ ▬▬▬ ▬ ▬▬▬ ▬▬▬▬ ▬ ▬▬ ▬▬▬ ▬▬ ▬▬▬ ▬ ▬▬▬▬ ▬▬ ▬▬▬ ▬▬ ▬ ▬▬▬▬▬ ▬▬ ▬▬▬ ▬ ▬▬▬ ▬▬▬▬ ▬ ▬▬ ▬▬▬ ▬▬ ▬▬▬ ▬ ▬▬▬▬ ▬▬ ▬▬▬ ▬▬ ▬ ▬▬▬▬▬ ▬▬ ▬▬▬ ▬ ▬▬▬ ▬▬▬▬ ▬ ▬▬ ▬▬▬ ▬▬ ▬▬▬ ▬ ▬▬▬▬ ▬▬ ▬▬▬ ▬▬ ▬ ▬▬▬▬▬ ▬▬ ▬▬▬ ▬ ▬▬▬ ▬▬▬▬ ▬ ▬▬ ▬▬▬ ▬▬ ▬▬▬ ▬ ▬▬▬▬ ▬▬ ▬▬▬ ▬▬ ▬ ▬▬▬▬▬ ▬▬ ▬▬▬ ▬ ▬▬▬ ▬▬▬▬ ▬ ▬▬ ▬▬▬ ▬▬ ▬▬▬ ▬ ▬▬▬▬ ▬▬ ▬▬▬ ▬▬ ▬ ▬▬▬▬▬ ▬▬ ▬▬▬ ▬ ▬▬▬ ▬▬▬▬ ▬ ▬▬ ▬▬▬ ▬▬ ▬▬▬ ▬ ▬▬▬▬ ▬▬ ▬▬▬ ▬▬ ▬ ▬▬▬▬▬ ▬▬ ▬▬▬ ▬ ▬▬▬ ▬▬▬▬ ▬ ▬▬ ▬▬▬ ▬▬ ▬▬▬ ▬ ▬▬▬▬ ▬▬ ▬▬▬ ▬▬ ▬ ▬▬▬▬▬ ▬▬ ▬▬▬ ▬ ▬▬▬ ▬▬▬▬ ▬ ▬▬ ▬▬▬ ▬▬ ▬▬▬ ▬ ▬▬▬▬ ▬▬ ▬▬▬ ▬▬ ▬ ▬▬ bbox=[14, 1269, 161, 1386]
headline: ROWDYISM. bbox=[1005, 550, 1043, 558]
article-body-texture: ▬▬ ▬▬▬ ▬ ▬▬▬▬ ▬▬ ▬▬▬ ▬▬ ▬ ▬▬▬▬▬ ▬▬ ▬▬▬ ▬ ▬▬▬ ▬▬▬▬ ▬ ▬▬ ▬▬▬ ▬▬ ▬▬▬ ▬ ▬▬▬▬ ▬▬ ▬▬▬ ▬▬ ▬ ▬▬▬▬▬ ▬▬ ▬▬▬ ▬ ▬▬▬ ▬▬▬▬ ▬ ▬▬ ▬▬▬ ▬▬ ▬▬▬ ▬ ▬▬▬▬ ▬▬ ▬▬▬ ▬▬ ▬ ▬▬▬▬▬ ▬▬ ▬▬▬ ▬ ▬▬▬ ▬▬▬▬ ▬ ▬▬ ▬▬▬ ▬▬ ▬▬▬ ▬ ▬▬▬▬ ▬▬ ▬▬▬ ▬▬ ▬ ▬▬▬▬▬ ▬▬ ▬▬▬ ▬ ▬▬▬ ▬▬▬▬ ▬ ▬▬ ▬▬▬ ▬▬ ▬▬▬ ▬ ▬▬▬▬ ▬▬ ▬▬▬ ▬▬ ▬ ▬▬▬▬▬ ▬▬ ▬▬▬ ▬ ▬▬▬ ▬▬▬▬ ▬ ▬▬ ▬▬▬ ▬▬ ▬▬▬ ▬ ▬▬▬▬ ▬▬ ▬▬▬ ▬▬ ▬ ▬▬▬▬▬ ▬▬ ▬▬▬ ▬ ▬▬▬ ▬▬▬▬ ▬ ▬▬ ▬▬▬ ▬▬ ▬▬▬ ▬ ▬▬▬▬ ▬▬ ▬▬▬ ▬▬ ▬ ▬▬▬▬▬ ▬▬ ▬▬▬ ▬ ▬▬▬ ▬▬▬▬ ▬ ▬▬ ▬▬▬ ▬▬ ▬▬▬ ▬ ▬▬▬▬ ▬▬ ▬▬▬ ▬▬ ▬ ▬▬▬▬▬ ▬▬ ▬▬▬ ▬ ▬▬▬ ▬▬▬▬ ▬ ▬▬ ▬▬▬ ▬▬ ▬▬▬ ▬ ▬▬▬▬ ▬▬ ▬▬▬ ▬▬ ▬ ▬▬▬▬▬ ▬▬ ▬▬▬ ▬ ▬▬▬ ▬▬▬▬ ▬ ▬▬ ▬▬▬ ▬▬ ▬▬▬ ▬ ▬▬▬▬ ▬▬ ▬▬▬ ▬▬ ▬ ▬▬▬▬▬ ▬▬ ▬▬▬ ▬ ▬▬▬ ▬▬▬▬ ▬ ▬▬ ▬▬▬ ▬▬ ▬▬▬ ▬ ▬▬▬▬ ▬▬ ▬▬▬ ▬▬ ▬ ▬▬▬▬▬ ▬▬ ▬▬▬ ▬ ▬▬▬ ▬▬▬▬ ▬ ▬▬ ▬▬▬ ▬▬ ▬▬▬ ▬ ▬▬▬▬ ▬▬ ▬▬▬ ▬▬ ▬ ▬▬▬▬▬ ▬▬ ▬▬▬ ▬ ▬▬▬ ▬▬▬▬ ▬ ▬▬ ▬▬▬ ▬▬ ▬▬▬ ▬ ▬▬▬▬ ▬▬ ▬▬▬ ▬▬ ▬ ▬▬▬▬▬ ▬▬ ▬▬▬ ▬ ▬▬▬ ▬▬▬▬ ▬ ▬▬ ▬▬▬ ▬▬ ▬▬▬ ▬ ▬▬▬▬ ▬▬ ▬▬▬ ▬▬ ▬ ▬▬▬▬▬ ▬▬ ▬▬▬ ▬ ▬▬▬ ▬▬▬▬ ▬ ▬▬ ▬▬▬ ▬▬ ▬▬▬ ▬ ▬▬▬▬ ▬▬ ▬▬▬ ▬▬ ▬ ▬▬ bbox=[14, 330, 161, 447]
article-body-texture: ▬▬ ▬▬▬ ▬ ▬▬▬▬ ▬▬ ▬▬▬ ▬▬ ▬ ▬▬▬▬▬ ▬▬ ▬▬▬ ▬ ▬▬▬ ▬▬▬▬ ▬ ▬▬ ▬▬▬ ▬▬ ▬▬▬ ▬ ▬▬▬▬ ▬▬ ▬▬▬ ▬▬ ▬ ▬▬▬▬▬ ▬▬ ▬▬▬ ▬ ▬▬▬ ▬▬▬▬ ▬ ▬▬ ▬▬▬ ▬▬ ▬▬▬ ▬ ▬▬▬▬ ▬▬ ▬▬▬ ▬▬ ▬ ▬▬▬▬▬ ▬▬ ▬▬▬ ▬ ▬▬▬ ▬▬▬▬ ▬ ▬▬ ▬▬▬ ▬▬ ▬▬▬ ▬ ▬▬▬▬ ▬▬ ▬▬▬ ▬▬ ▬ ▬▬▬▬▬ ▬▬ ▬▬▬ ▬ ▬▬▬ ▬▬▬▬ ▬ ▬▬ ▬▬▬ ▬▬ ▬▬▬ ▬ ▬▬▬▬ ▬▬ ▬▬▬ ▬▬ ▬ ▬▬▬▬▬ ▬▬ ▬▬▬ ▬ ▬▬▬ ▬▬▬▬ ▬ ▬▬ ▬▬▬ ▬▬ ▬▬▬ ▬ ▬▬▬▬ ▬▬ ▬▬▬ ▬▬ ▬ ▬▬▬▬▬ ▬▬ ▬▬▬ ▬ ▬▬▬ ▬▬▬▬ ▬ ▬▬ ▬▬▬ ▬▬ ▬▬▬ ▬ ▬▬▬▬ ▬▬ ▬▬▬ ▬▬ ▬ ▬▬▬▬▬ ▬▬ ▬▬▬ ▬ ▬▬▬ ▬▬▬▬ ▬ ▬▬ ▬▬▬ ▬▬ ▬▬▬ ▬ ▬▬▬▬ ▬▬ ▬▬▬ ▬▬ ▬ ▬▬▬▬▬ ▬▬ ▬▬▬ ▬ ▬▬▬ ▬▬▬▬ ▬ ▬▬ ▬▬▬ ▬▬ ▬▬▬ ▬ ▬▬▬▬ ▬▬ ▬▬▬ ▬▬ ▬ ▬▬▬▬▬ ▬▬ ▬▬▬ ▬ ▬▬▬ ▬▬▬▬ ▬ ▬▬ ▬▬▬ ▬▬ ▬▬▬ ▬ ▬▬▬▬ ▬▬ ▬▬▬ ▬▬ ▬ ▬▬▬▬▬ ▬▬ ▬▬▬ ▬ ▬▬▬ ▬▬▬▬ ▬ ▬▬ ▬▬▬ ▬▬ ▬▬▬ ▬ ▬▬▬▬ ▬▬ ▬▬▬ ▬▬ ▬ ▬▬▬▬▬ ▬▬ ▬▬▬ ▬ ▬▬▬ ▬▬▬▬ ▬ ▬▬ ▬▬▬ ▬▬ ▬▬▬ ▬ ▬▬▬▬ ▬▬ ▬▬▬ ▬▬ ▬ ▬▬▬▬▬ ▬▬ ▬▬▬ ▬ ▬▬▬ ▬▬▬▬ ▬ ▬▬ ▬▬▬ ▬▬ ▬▬▬ ▬ ▬▬▬▬ ▬▬ ▬▬▬ ▬▬ ▬ ▬▬▬▬▬ ▬▬ ▬▬▬ ▬ ▬▬▬ ▬▬▬▬ ▬ ▬▬ ▬▬▬ ▬▬ ▬▬▬ ▬ ▬▬▬▬ ▬▬ ▬▬▬ ▬▬ ▬ ▬▬▬▬▬ ▬▬ ▬▬▬ ▬ ▬▬▬ ▬▬▬▬ ▬ ▬▬ ▬▬▬ ▬▬ ▬▬▬ ▬ ▬▬▬▬ ▬▬ ▬▬▬ ▬▬ ▬ ▬▬ bbox=[14, 735, 161, 852]
dateline: (BY TELEGRAPH—PRESS ASSOCIATION.) bbox=[828, 578, 907, 584]
article-body-texture: ▬▬ ▬▬▬ ▬ ▬▬▬▬ ▬▬ ▬▬▬ ▬▬ ▬ ▬▬▬▬▬ ▬▬ ▬▬▬ ▬ ▬▬▬ ▬▬▬▬ ▬ ▬▬ ▬▬▬ ▬▬ ▬▬▬ ▬ ▬▬▬▬ ▬▬ ▬▬▬ ▬▬ ▬ ▬▬▬▬▬ ▬▬ ▬▬▬ ▬ ▬▬▬ ▬▬▬▬ ▬ ▬▬ ▬▬▬ ▬▬ ▬▬▬ ▬ ▬▬▬▬ ▬▬ ▬▬▬ ▬▬ ▬ ▬▬▬▬▬ ▬▬ ▬▬▬ ▬ ▬▬▬ ▬▬▬▬ ▬ ▬▬ ▬▬▬ ▬▬ ▬▬▬ ▬ ▬▬▬▬ ▬▬ ▬▬▬ ▬▬ ▬ ▬▬▬▬▬ ▬▬ ▬▬▬ ▬ ▬▬▬ ▬▬▬▬ ▬ ▬▬ ▬▬▬ ▬▬ ▬▬▬ ▬ ▬▬▬▬ ▬▬ ▬▬▬ ▬▬ ▬ ▬▬▬▬▬ ▬▬ ▬▬▬ ▬ ▬▬▬ ▬▬▬▬ ▬ ▬▬ ▬▬▬ ▬▬ ▬▬▬ ▬ ▬▬▬▬ ▬▬ ▬▬▬ ▬▬ ▬ ▬▬▬▬▬ ▬▬ ▬▬▬ ▬ ▬▬▬ ▬▬▬▬ ▬ ▬▬ ▬▬▬ ▬▬ ▬▬▬ ▬ ▬▬▬▬ ▬▬ ▬▬▬ ▬▬ ▬ ▬▬▬▬▬ ▬▬ ▬▬▬ ▬ ▬▬▬ ▬▬▬▬ ▬ ▬▬ ▬▬▬ ▬▬ ▬▬▬ ▬ ▬▬▬▬ ▬▬ ▬▬▬ ▬▬ ▬ ▬▬▬▬▬ ▬▬ ▬▬▬ ▬ ▬▬▬ ▬▬▬▬ ▬ ▬▬ ▬▬▬ ▬▬ ▬▬▬ ▬ ▬▬▬▬ ▬▬ ▬▬▬ ▬▬ ▬ ▬▬▬▬▬ ▬▬ ▬▬▬ ▬ ▬▬▬ ▬▬▬▬ ▬ ▬▬ ▬▬▬ ▬▬ ▬▬▬ ▬ ▬▬▬▬ ▬▬ ▬▬▬ ▬▬ ▬ ▬▬▬▬▬ ▬▬ ▬▬▬ ▬ ▬▬▬ ▬▬▬▬ ▬ ▬▬ ▬▬▬ ▬▬ ▬▬▬ ▬ ▬▬▬▬ ▬▬ ▬▬▬ ▬▬ ▬ ▬▬▬▬▬ ▬▬ ▬▬▬ ▬ ▬▬▬ ▬▬▬▬ ▬ ▬▬ ▬▬▬ ▬▬ ▬▬▬ ▬ ▬▬▬▬ ▬▬ ▬▬▬ ▬▬ ▬ ▬▬▬▬▬ ▬▬ ▬▬▬ ▬ ▬▬▬ ▬▬▬▬ ▬ ▬▬ ▬▬▬ ▬▬ ▬▬▬ ▬ ▬▬▬▬ ▬▬ ▬▬▬ ▬▬ ▬ ▬▬▬▬▬ ▬▬ ▬▬▬ ▬ ▬▬▬ ▬▬▬▬ ▬ ▬▬ ▬▬▬ ▬▬ ▬▬▬ ▬ ▬▬▬▬ ▬▬ ▬▬▬ ▬▬ ▬ ▬▬▬▬▬ ▬▬ ▬▬▬ ▬ ▬▬▬ ▬▬▬▬ ▬ ▬▬ ▬▬▬ ▬▬ ▬▬▬ ▬ ▬▬▬▬ ▬▬ ▬▬▬ ▬▬ ▬ ▬▬ bbox=[14, 1140, 161, 1257]
headline: FINDING OF THE NAUTICAL COURT. bbox=[32, 1260, 143, 1268]
headline: Education in the Service. bbox=[678, 884, 745, 892]
article-body-texture: ▬▬ ▬▬▬ ▬ ▬▬▬▬ ▬▬ ▬▬▬ ▬▬ ▬ ▬▬▬▬▬ ▬▬ ▬▬▬ ▬ ▬▬▬ ▬▬▬▬ ▬ ▬▬ ▬▬▬ ▬▬ ▬▬▬ ▬ ▬▬▬▬ ▬▬ ▬▬▬ ▬▬ ▬ ▬▬▬▬▬ ▬▬ ▬▬▬ ▬ ▬▬▬ ▬▬▬▬ ▬ ▬▬ ▬▬▬ ▬▬ ▬▬▬ ▬ ▬▬▬▬ ▬▬ ▬▬▬ ▬▬ ▬ ▬▬▬▬▬ ▬▬ ▬▬▬ ▬ ▬▬▬ ▬▬▬▬ ▬ ▬▬ ▬▬▬ ▬▬ ▬▬▬ ▬ ▬▬▬▬ ▬▬ ▬▬▬ ▬▬ ▬ ▬▬▬▬▬ ▬▬ ▬▬▬ ▬ ▬▬▬ ▬▬▬▬ ▬ ▬▬ ▬▬▬ ▬▬ ▬▬▬ ▬ ▬▬▬▬ ▬▬ ▬▬▬ ▬▬ ▬ ▬▬▬▬▬ ▬▬ ▬▬▬ ▬ ▬▬▬ ▬▬▬▬ ▬ ▬▬ ▬▬▬ ▬▬ ▬▬▬ ▬ ▬▬▬▬ ▬▬ ▬▬▬ ▬▬ ▬ ▬▬▬▬▬ ▬▬ ▬▬▬ ▬ ▬▬▬ ▬▬▬▬ ▬ ▬▬ ▬▬▬ ▬▬ ▬▬▬ ▬ ▬▬▬▬ ▬▬ ▬▬▬ ▬▬ ▬ ▬▬▬▬▬ ▬▬ ▬▬▬ ▬ ▬▬▬ ▬▬▬▬ ▬ ▬▬ ▬▬▬ ▬▬ ▬▬▬ ▬ ▬▬▬▬ ▬▬ ▬▬▬ ▬▬ ▬ ▬▬▬▬▬ ▬▬ ▬▬▬ ▬ ▬▬▬ ▬▬▬▬ ▬ ▬▬ ▬▬▬ ▬▬ ▬▬▬ ▬ ▬▬▬▬ ▬▬ ▬▬▬ ▬▬ ▬ ▬▬▬▬▬ ▬▬ ▬▬▬ ▬ ▬▬▬ ▬▬▬▬ ▬ ▬▬ ▬▬▬ ▬▬ ▬▬▬ ▬ ▬▬▬▬ ▬▬ ▬▬▬ ▬▬ ▬ ▬▬▬▬▬ ▬▬ ▬▬▬ ▬ ▬▬▬ ▬▬▬▬ ▬ ▬▬ ▬▬▬ ▬▬ ▬▬▬ ▬ ▬▬▬▬ ▬▬ ▬▬▬ ▬▬ ▬ ▬▬▬▬▬ ▬▬ ▬▬▬ ▬ ▬▬▬ ▬▬▬▬ ▬ ▬▬ ▬▬▬ ▬▬ ▬▬▬ ▬ ▬▬▬▬ ▬▬ ▬▬▬ ▬▬ ▬ ▬▬▬▬▬ ▬▬ ▬▬▬ ▬ ▬▬▬ ▬▬▬▬ ▬ ▬▬ ▬▬▬ ▬▬ ▬▬▬ ▬ ▬▬▬▬ ▬▬ ▬▬▬ ▬▬ ▬ ▬▬▬▬▬ ▬▬ ▬▬▬ ▬ ▬▬▬ ▬▬▬▬ ▬ ▬▬ ▬▬▬ ▬▬ ▬▬▬ ▬ ▬▬▬▬ ▬▬ ▬▬▬ ▬▬ ▬ ▬▬▬▬▬ ▬▬ ▬▬▬ ▬ ▬▬▬ ▬▬▬▬ ▬ ▬▬ ▬▬▬ ▬▬ ▬▬▬ ▬ ▬▬▬▬ ▬▬ ▬▬▬ ▬▬ ▬ ▬▬ bbox=[170, 855, 317, 972]
article-body-texture: ▬▬ ▬▬▬ ▬ ▬▬▬▬ ▬▬ ▬▬▬ ▬▬ ▬ ▬▬▬▬▬ ▬▬ ▬▬▬ ▬ ▬▬▬ ▬▬▬▬ ▬ ▬▬ ▬▬▬ ▬▬ ▬▬▬ ▬ ▬▬▬▬ ▬▬ ▬▬▬ ▬▬ ▬ ▬▬▬▬▬ ▬▬ ▬▬▬ ▬ ▬▬▬ ▬▬▬▬ ▬ ▬▬ ▬▬▬ ▬▬ ▬▬▬ ▬ ▬▬▬▬ ▬▬ ▬▬▬ ▬▬ ▬ ▬▬▬▬▬ ▬▬ ▬▬▬ ▬ ▬▬▬ ▬▬▬▬ ▬ ▬▬ ▬▬▬ ▬▬ ▬▬▬ ▬ ▬▬▬▬ ▬▬ ▬▬▬ ▬▬ ▬ ▬▬▬▬▬ ▬▬ ▬▬▬ ▬ ▬▬▬ ▬▬▬▬ ▬ ▬▬ ▬▬▬ ▬▬ ▬▬▬ ▬ ▬▬▬▬ ▬▬ ▬▬▬ ▬▬ ▬ ▬▬▬▬▬ ▬▬ ▬▬▬ ▬ ▬▬▬ ▬▬▬▬ ▬ ▬▬ ▬▬▬ ▬▬ ▬▬▬ ▬ ▬▬▬▬ ▬▬ ▬▬▬ ▬▬ ▬ ▬▬▬▬▬ ▬▬ ▬▬▬ ▬ ▬▬▬ ▬▬▬▬ ▬ ▬▬ ▬▬▬ ▬▬ ▬▬▬ ▬ ▬▬▬▬ ▬▬ ▬▬▬ ▬▬ ▬ ▬▬▬▬▬ ▬▬ ▬▬▬ ▬ ▬▬▬ ▬▬▬▬ ▬ ▬▬ ▬▬▬ ▬▬ ▬▬▬ ▬ ▬▬▬▬ ▬▬ ▬▬▬ ▬▬ ▬ ▬▬▬▬▬ ▬▬ ▬▬▬ ▬ ▬▬▬ ▬▬▬▬ ▬ ▬▬ ▬▬▬ ▬▬ ▬▬▬ ▬ ▬▬▬▬ ▬▬ ▬▬▬ ▬▬ ▬ ▬▬▬▬▬ ▬▬ ▬▬▬ ▬ ▬▬▬ ▬▬▬▬ ▬ ▬▬ ▬▬▬ ▬▬ ▬▬▬ ▬ ▬▬▬▬ ▬▬ ▬▬▬ ▬▬ ▬ ▬▬▬▬▬ ▬▬ ▬▬▬ ▬ ▬▬▬ ▬▬▬▬ ▬ ▬▬ ▬▬▬ ▬▬ ▬▬▬ ▬ ▬▬▬▬ ▬▬ ▬▬▬ ▬▬ ▬ ▬▬▬▬▬ ▬▬ ▬▬▬ ▬ ▬▬▬ ▬▬▬▬ ▬ ▬▬ ▬▬▬ ▬ bbox=[638, 377, 785, 467]
article-body-texture: ▬▬ ▬▬▬ ▬ ▬▬▬▬ ▬▬ ▬▬▬ ▬▬ ▬ ▬▬▬▬▬ ▬▬ ▬▬▬ ▬ ▬▬▬ ▬▬▬▬ ▬ ▬▬ ▬▬▬ ▬▬ ▬▬▬ ▬ ▬▬▬▬ ▬▬ ▬▬▬ ▬▬ ▬ ▬▬▬▬▬ ▬▬ ▬▬▬ ▬ ▬▬▬ ▬▬▬▬ ▬ ▬▬ ▬▬▬ ▬▬ ▬▬▬ ▬ ▬▬▬▬ ▬▬ ▬▬▬ ▬▬ ▬ ▬▬▬▬▬ ▬▬ ▬▬▬ ▬ ▬▬▬ ▬▬▬▬ ▬ ▬▬ ▬▬▬ ▬▬ ▬▬▬ ▬ ▬▬▬▬ ▬▬ ▬▬▬ ▬▬ ▬ ▬▬▬▬▬ ▬▬ ▬▬▬ ▬ ▬▬▬ ▬▬▬▬ ▬ ▬▬ ▬▬▬ ▬▬ ▬▬▬ ▬ ▬▬▬▬ ▬▬ ▬▬▬ ▬▬ ▬ ▬▬▬▬▬ ▬▬ ▬▬▬ ▬ ▬▬▬ ▬▬▬▬ ▬ ▬▬ ▬▬▬ ▬▬ ▬▬▬ ▬ ▬▬▬▬ ▬▬ ▬▬▬ ▬▬ ▬ ▬▬▬▬▬ ▬▬ ▬▬▬ ▬ ▬▬▬ ▬▬▬▬ ▬ ▬▬ ▬▬▬ ▬▬ ▬▬▬ ▬ ▬▬▬▬ ▬▬ ▬▬▬ ▬▬ ▬ ▬▬▬▬▬ ▬▬ ▬▬▬ ▬ ▬▬▬ ▬▬▬▬ ▬ ▬▬ ▬▬▬ ▬▬ ▬▬▬ ▬ ▬▬▬▬ ▬▬ ▬▬▬ ▬▬ ▬ ▬▬▬▬▬ ▬▬ ▬▬▬ ▬ ▬▬▬ ▬▬▬▬ ▬ ▬▬ ▬▬▬ ▬▬ ▬▬▬ ▬ ▬▬▬▬ ▬▬ ▬▬▬ ▬▬ ▬ ▬▬▬▬▬ ▬▬ ▬▬▬ ▬ ▬▬▬ ▬▬▬▬ ▬ ▬▬ ▬▬▬ ▬▬ ▬▬▬ ▬ ▬▬▬▬ ▬▬ ▬▬▬ ▬▬ ▬ ▬▬▬▬▬ ▬▬ ▬▬▬ ▬ ▬▬▬ ▬▬▬▬ ▬ ▬▬ ▬▬▬ ▬▬ ▬▬▬ ▬ ▬▬▬▬ ▬▬ ▬▬▬ ▬▬ ▬ ▬▬▬▬▬ ▬▬ ▬▬▬ ▬ ▬▬▬ ▬▬▬▬ ▬ ▬▬ ▬▬▬ ▬▬ ▬▬▬ ▬ ▬▬▬▬ ▬▬ ▬▬▬ ▬▬ ▬ ▬▬▬▬▬ ▬▬ ▬▬▬ ▬ ▬▬▬ ▬▬▬▬ ▬ ▬▬ ▬▬▬ ▬▬ ▬▬▬ ▬ ▬▬▬▬ ▬▬ ▬▬▬ ▬▬ ▬ ▬▬▬▬▬ ▬▬ ▬▬▬ ▬ ▬▬▬ ▬▬▬▬ ▬ ▬▬ ▬▬▬ ▬▬ ▬▬▬ ▬ ▬▬▬▬ ▬▬ ▬▬▬ ▬▬ ▬ ▬▬▬▬▬ ▬▬ ▬▬▬ ▬ ▬▬▬ ▬▬▬▬ ▬ ▬▬ ▬▬▬ ▬▬ ▬▬▬ ▬ ▬▬▬▬ ▬▬ ▬▬▬ ▬▬ ▬ ▬▬ bbox=[14, 865, 161, 982]
article-body-texture: ▬▬ ▬▬▬ ▬ ▬▬▬▬ ▬▬ ▬▬▬ ▬▬ ▬ ▬▬▬▬▬ ▬▬ ▬▬▬ ▬ ▬▬▬ ▬▬▬▬ ▬ ▬▬ ▬▬▬ ▬▬ ▬▬▬ ▬ ▬▬▬▬ ▬▬ ▬▬▬ ▬▬ ▬ ▬▬▬▬▬ ▬▬ ▬▬▬ ▬ ▬▬▬ ▬▬▬▬ ▬ ▬▬ ▬▬▬ ▬▬ ▬▬▬ ▬ ▬▬▬▬ ▬▬ ▬▬▬ ▬▬ ▬ ▬▬▬▬▬ ▬▬ ▬▬▬ ▬ ▬▬▬ ▬▬▬▬ ▬ ▬▬ ▬▬▬ ▬▬ ▬▬▬ ▬ ▬▬▬▬ ▬▬ ▬▬▬ ▬▬ ▬ ▬▬▬▬▬ ▬▬ ▬▬▬ ▬ ▬▬▬ ▬▬▬▬ ▬ ▬▬ ▬▬▬ ▬▬ ▬▬▬ ▬ ▬▬▬▬ ▬▬ ▬▬▬ ▬▬ ▬ ▬▬▬▬▬ ▬▬ ▬▬▬ ▬ ▬▬▬ ▬▬▬▬ ▬ ▬▬ ▬▬▬ ▬▬ ▬▬▬ ▬ ▬▬▬▬ ▬▬ ▬▬▬ ▬▬ ▬ ▬▬▬▬▬ ▬▬ ▬▬▬ ▬ ▬▬▬ ▬▬▬▬ ▬ ▬▬ ▬▬▬ ▬▬ ▬▬▬ ▬ ▬▬▬▬ ▬▬ ▬▬▬ ▬▬ ▬ ▬▬▬▬▬ ▬▬ ▬▬▬ ▬ ▬▬▬ ▬▬▬▬ ▬ ▬▬ ▬▬▬ ▬▬ ▬▬▬ ▬ ▬▬▬▬ ▬▬ ▬▬▬ ▬▬ ▬ ▬▬▬▬▬ ▬▬ ▬▬▬ ▬ ▬▬▬ ▬▬▬▬ ▬ ▬▬ ▬▬▬ ▬▬ ▬▬▬ ▬ ▬▬▬▬ ▬▬ ▬▬▬ ▬▬ ▬ ▬▬▬▬▬ ▬▬ ▬▬▬ ▬ ▬▬▬ ▬▬▬▬ ▬ ▬▬ ▬▬▬ ▬▬ ▬▬▬ ▬ ▬▬▬▬ ▬▬ ▬▬▬ ▬▬ ▬ ▬▬▬▬▬ ▬▬ ▬▬▬ ▬ ▬▬▬ ▬▬▬▬ ▬ ▬▬ ▬▬▬ ▬▬ ▬▬▬ ▬ ▬▬▬▬ ▬▬ ▬▬▬ ▬▬ ▬ ▬▬▬▬▬ ▬▬ ▬▬▬ ▬ ▬▬▬ ▬▬▬▬ ▬ ▬▬ ▬▬▬ ▬▬ ▬▬▬ ▬ ▬▬▬▬ ▬▬ ▬▬▬ ▬▬ ▬ ▬▬▬▬▬ ▬▬ ▬▬▬ ▬ ▬▬▬ ▬▬▬▬ ▬ ▬▬ ▬▬▬ ▬▬ ▬▬▬ ▬ ▬▬▬▬ ▬▬ ▬▬▬ ▬▬ ▬ ▬▬▬▬▬ ▬▬ ▬▬▬ ▬ ▬▬▬ ▬▬▬▬ ▬ ▬▬ ▬▬▬ ▬▬ ▬▬▬ ▬ ▬▬▬▬ ▬▬ ▬▬▬ ▬▬ ▬ ▬▬▬▬▬ ▬▬ ▬▬▬ ▬ ▬▬▬ ▬▬▬▬ ▬ ▬▬ ▬▬▬ ▬▬ ▬▬▬ ▬ ▬▬▬▬ ▬▬ ▬▬▬ ▬▬ ▬ ▬▬ bbox=[14, 460, 161, 577]
headline: WAIRARAPA. bbox=[67, 855, 108, 863]
article-body-texture: ▬▬ ▬▬▬ ▬ ▬▬▬▬ ▬▬ ▬▬▬ ▬▬ ▬ ▬▬▬▬▬ ▬▬ ▬▬▬ ▬ ▬▬▬ ▬▬▬▬ ▬ ▬▬ ▬▬▬ ▬▬ ▬▬▬ ▬ ▬▬▬▬ ▬▬ ▬▬▬ ▬▬ ▬ ▬▬▬▬▬ ▬▬ ▬▬▬ ▬ ▬▬▬ ▬▬▬▬ ▬ ▬▬ ▬▬▬ ▬▬ ▬▬▬ ▬ ▬▬▬▬ ▬▬ ▬▬▬ ▬▬ ▬ ▬▬▬▬▬ ▬▬ ▬▬▬ ▬ ▬▬▬ ▬▬▬▬ ▬ ▬▬ ▬▬▬ ▬▬ ▬▬▬ ▬ ▬▬▬▬ ▬▬ ▬▬▬ ▬▬ ▬ ▬▬▬▬▬ ▬▬ ▬▬▬ ▬ ▬▬▬ ▬▬▬▬ ▬ ▬▬ ▬▬▬ ▬▬ ▬▬▬ ▬ ▬▬▬▬ ▬▬ ▬▬▬ ▬▬ ▬ ▬▬▬▬▬ ▬▬ ▬▬▬ ▬ ▬▬▬ ▬▬▬▬ ▬ ▬▬ ▬▬▬ ▬▬ ▬▬▬ ▬ ▬▬▬▬ ▬▬ ▬▬▬ ▬▬ ▬ ▬▬▬▬▬ ▬▬ ▬▬▬ ▬ ▬▬▬ ▬▬▬▬ ▬ ▬▬ ▬▬▬ ▬▬ ▬▬▬ ▬ ▬▬▬▬ ▬▬ ▬▬▬ ▬▬ ▬ ▬▬▬▬▬ ▬▬ ▬▬▬ ▬ ▬▬▬ ▬▬▬▬ ▬ ▬▬ ▬▬▬ ▬▬ ▬▬▬ ▬ ▬▬▬▬ ▬▬ ▬▬▬ ▬▬ ▬ ▬▬▬▬▬ ▬▬ ▬▬▬ ▬ ▬▬▬ ▬▬▬▬ ▬ ▬▬ ▬▬▬ ▬▬ ▬▬▬ ▬ ▬▬▬▬ ▬▬ ▬▬▬ ▬▬ ▬ ▬▬▬▬▬ ▬▬ ▬▬▬ ▬ ▬▬▬ ▬▬▬▬ ▬ ▬▬ ▬▬▬ ▬▬ ▬▬▬ ▬ ▬▬▬▬ ▬▬ ▬▬▬ ▬▬ ▬ ▬▬▬▬▬ ▬▬ ▬▬▬ ▬ ▬▬▬ ▬▬▬▬ ▬ ▬▬ ▬▬▬ ▬▬ ▬▬▬ ▬ ▬▬▬▬ ▬▬ ▬▬▬ ▬▬ ▬ ▬▬▬▬▬ ▬▬ ▬▬▬ ▬ ▬▬▬ ▬▬▬▬ ▬ ▬▬ ▬▬▬ ▬▬ ▬▬▬ ▬ ▬▬▬▬ ▬▬ ▬▬▬ ▬▬ ▬ ▬▬▬▬▬ ▬▬ ▬▬▬ ▬ ▬▬▬ ▬▬▬▬ ▬ ▬▬ ▬▬▬ ▬▬ ▬▬▬ ▬ ▬▬▬▬ ▬▬ ▬▬▬ ▬▬ ▬ ▬▬▬▬▬ ▬▬ ▬▬▬ ▬ ▬▬▬ ▬▬▬▬ ▬ ▬▬ ▬▬▬ ▬▬ ▬▬▬ ▬ ▬▬▬▬ ▬▬ ▬▬▬ ▬▬ ▬ ▬▬▬▬▬ ▬▬ ▬▬▬ ▬ ▬▬▬ ▬▬▬▬ ▬ ▬▬ ▬▬▬ ▬▬ ▬▬▬ ▬ ▬▬▬▬ ▬▬ ▬▬▬ ▬▬ ▬ ▬▬ bbox=[170, 984, 317, 1101]
article-body-texture: ▬▬ ▬▬▬ ▬ ▬▬▬▬ ▬▬ ▬▬▬ ▬▬ ▬ ▬▬▬▬▬ ▬▬ ▬▬▬ ▬ ▬▬▬ ▬▬▬▬ ▬ ▬▬ ▬▬▬ ▬▬ ▬▬▬ ▬ ▬▬▬▬ ▬▬ ▬▬▬ ▬▬ ▬ ▬▬▬▬▬ ▬▬ ▬▬▬ ▬ ▬▬▬ ▬▬▬▬ ▬ ▬▬ ▬▬▬ ▬▬ ▬▬▬ ▬ ▬▬▬▬ ▬▬ ▬▬▬ ▬▬ ▬ ▬▬▬▬▬ ▬▬ ▬▬▬ ▬ ▬▬▬ ▬▬▬▬ ▬ ▬▬ ▬▬▬ ▬▬ ▬▬▬ ▬ ▬▬▬▬ ▬▬ ▬▬▬ ▬▬ ▬ ▬▬▬▬▬ ▬▬ ▬▬▬ ▬ ▬▬▬ ▬▬▬▬ ▬ ▬▬ ▬▬▬ ▬▬ ▬▬▬ ▬ ▬▬▬▬ ▬▬ ▬▬▬ ▬▬ ▬ ▬▬▬▬▬ ▬▬ ▬▬▬ ▬ ▬▬▬ ▬▬▬▬ ▬ ▬▬ ▬▬▬ ▬▬ ▬▬▬ ▬ ▬▬▬▬ ▬▬ ▬▬▬ ▬▬ ▬ ▬▬▬▬▬ ▬▬ ▬▬▬ ▬ ▬▬▬ ▬▬▬▬ ▬ ▬▬ ▬▬▬ ▬▬ ▬▬▬ ▬ ▬▬▬▬ ▬▬ ▬▬▬ ▬▬ ▬ ▬▬▬▬▬ ▬▬ ▬▬▬ ▬ ▬▬▬ ▬▬▬▬ ▬ ▬▬ ▬▬▬ ▬▬ ▬▬▬ ▬ ▬▬▬▬ ▬▬ ▬▬▬ ▬▬ ▬ ▬▬▬▬▬ ▬▬ ▬▬▬ ▬ ▬▬▬ ▬▬▬▬ ▬ ▬▬ ▬▬▬ ▬▬ ▬▬▬ ▬ ▬▬▬▬ ▬▬ ▬▬▬ ▬▬ ▬ ▬▬▬▬▬ ▬▬ ▬▬▬ ▬ ▬▬▬ ▬▬▬▬ ▬ ▬▬ ▬▬▬ ▬▬ ▬▬▬ ▬ ▬▬▬▬ ▬▬ ▬▬▬ ▬▬ ▬ ▬▬▬▬▬ ▬▬ ▬▬▬ ▬ ▬▬▬ ▬▬▬▬ ▬ ▬▬ ▬▬▬ ▬▬ ▬▬▬ ▬ ▬▬▬▬ ▬▬ ▬▬▬ ▬▬ ▬ ▬▬▬▬▬ ▬▬ ▬▬▬ ▬ ▬▬▬ ▬▬▬▬ ▬ ▬▬ ▬▬▬ ▬ bbox=[638, 584, 785, 673]
article-body-texture: ▬▬ ▬▬▬ ▬ ▬▬▬▬ ▬▬ ▬▬▬ ▬▬ ▬ ▬▬▬▬▬ ▬▬ ▬▬▬ ▬ ▬▬▬ ▬▬▬▬ ▬ ▬▬ ▬▬▬ ▬▬ ▬▬▬ ▬ ▬▬▬▬ ▬▬ ▬▬▬ ▬▬ ▬ ▬▬▬▬▬ ▬▬ ▬▬▬ ▬ ▬▬▬ ▬▬▬▬ ▬ ▬▬ ▬▬▬ ▬▬ ▬▬▬ ▬ ▬▬▬▬ ▬▬ ▬▬▬ ▬▬ ▬ ▬▬▬▬▬ ▬▬ ▬▬▬ ▬ ▬▬▬ ▬▬▬▬ ▬ ▬▬ ▬▬▬ ▬▬ ▬▬▬ ▬ ▬▬▬▬ ▬▬ ▬▬▬ ▬▬ ▬ ▬▬▬▬▬ ▬▬ ▬▬▬ ▬ ▬▬▬ ▬▬▬▬ ▬ ▬▬ ▬▬▬ ▬▬ ▬▬▬ ▬ ▬▬▬▬ ▬▬ ▬▬▬ ▬▬ ▬ ▬▬▬▬▬ ▬▬ ▬▬▬ ▬ ▬▬▬ ▬▬▬▬ ▬ ▬▬ ▬▬▬ ▬▬ ▬▬▬ ▬ ▬▬▬▬ ▬▬ ▬▬▬ ▬▬ ▬ ▬▬▬▬▬ ▬▬ ▬▬▬ ▬ ▬▬▬ ▬▬▬▬ ▬ ▬▬ ▬▬▬ ▬▬ ▬▬▬ ▬ ▬▬▬▬ ▬▬ ▬▬▬ ▬▬ ▬ ▬▬▬▬▬ ▬▬ ▬▬▬ ▬ ▬▬▬ ▬▬▬▬ ▬ bbox=[950, 68, 1098, 124]
headline: MORE TROUBLE. bbox=[841, 1105, 894, 1113]
article-body-texture: ▬▬ ▬▬▬ ▬ ▬▬▬▬ ▬▬ ▬▬▬ ▬▬ ▬ ▬▬▬▬▬ ▬▬ ▬▬▬ ▬ ▬▬▬ ▬▬▬▬ ▬ ▬▬ ▬▬▬ ▬▬ ▬▬▬ ▬ ▬▬▬▬ ▬▬ ▬▬▬ ▬▬ ▬ ▬▬▬▬▬ ▬▬ ▬▬▬ ▬ ▬▬▬ ▬▬▬▬ ▬ ▬▬ ▬▬▬ ▬▬ ▬▬▬ ▬ ▬▬▬▬ ▬▬ ▬▬▬ ▬▬ ▬ ▬▬▬▬▬ ▬▬ ▬▬▬ ▬ ▬▬▬ ▬▬▬▬ ▬ ▬▬ ▬▬▬ ▬▬ ▬▬▬ ▬ ▬▬▬▬ ▬▬ ▬▬▬ ▬▬ ▬ ▬▬▬▬▬ ▬▬ ▬▬▬ ▬ ▬▬▬ ▬▬▬▬ ▬ ▬▬ ▬▬▬ ▬▬ ▬▬▬ ▬ ▬▬▬▬ ▬▬ ▬▬▬ ▬▬ ▬ ▬▬▬▬▬ ▬▬ ▬▬▬ ▬ ▬▬▬ ▬▬▬▬ ▬ ▬▬ ▬▬▬ ▬▬ ▬▬▬ ▬ ▬▬▬▬ ▬▬ ▬▬▬ ▬▬ ▬ ▬▬▬▬▬ ▬▬ ▬▬▬ ▬ ▬▬▬ ▬▬▬▬ ▬ ▬▬ ▬▬▬ ▬▬ ▬▬▬ ▬ ▬▬▬▬ ▬▬ ▬▬▬ ▬▬ ▬ ▬▬▬▬▬ ▬▬ ▬▬▬ ▬ ▬▬▬ ▬▬▬▬ ▬ ▬▬ ▬▬▬ ▬▬ ▬▬▬ ▬ ▬▬▬▬ ▬▬ ▬▬▬ ▬▬ ▬ ▬▬▬▬▬ ▬▬ ▬▬▬ ▬ ▬▬▬ ▬▬▬▬ ▬ ▬▬ ▬▬▬ ▬▬ ▬▬▬ ▬ ▬▬▬▬ ▬▬ ▬▬▬ ▬▬ ▬ ▬▬▬▬▬ ▬▬ ▬▬▬ ▬ ▬▬▬ ▬▬▬▬ ▬ ▬▬ ▬▬▬ ▬▬ ▬▬▬ ▬ ▬▬▬▬ ▬▬ ▬▬▬ ▬▬ ▬ ▬▬▬▬▬ ▬▬ ▬▬▬ ▬ ▬▬▬ ▬▬▬▬ ▬ ▬▬ ▬▬▬ ▬▬ ▬▬▬ ▬ ▬▬▬▬ ▬▬ ▬▬▬ ▬▬ ▬ ▬▬▬▬▬ ▬▬ ▬▬▬ ▬ ▬▬▬ ▬▬▬▬ ▬ ▬▬ ▬▬▬ ▬▬ ▬▬▬ ▬ ▬▬▬▬ ▬▬ ▬▬▬ ▬▬ ▬ ▬▬▬▬▬ ▬▬ ▬▬▬ ▬ ▬▬▬ ▬▬▬▬ ▬ ▬▬ ▬▬▬ ▬▬ ▬▬▬ ▬ ▬▬▬▬ ▬▬ ▬▬▬ ▬▬ ▬ ▬▬▬▬▬ ▬▬ ▬▬▬ ▬ ▬▬▬ ▬▬▬▬ ▬ ▬▬ ▬▬▬ ▬▬ ▬▬▬ ▬ ▬▬▬▬ ▬▬ ▬▬▬ ▬▬ ▬ ▬▬▬▬▬ ▬▬ ▬▬▬ ▬ ▬▬▬ ▬▬▬▬ ▬ ▬▬ ▬▬▬ ▬▬ ▬▬▬ ▬ ▬▬▬▬ ▬▬ ▬▬▬ ▬▬ ▬ ▬▬▬▬▬ ▬▬ ▬▬▬ ▬ ▬▬▬ ▬▬▬▬ ▬ ▬▬ ▬▬▬ ▬▬ ▬▬▬ ▬ ▬▬▬▬ ▬▬ ▬▬▬ ▬▬ ▬ ▬▬▬▬▬ ▬▬ ▬▬▬ ▬ ▬▬▬ ▬▬▬▬ ▬ ▬▬ ▬▬▬ ▬▬ ▬▬▬ ▬ ▬▬▬▬ ▬▬ ▬▬▬ ▬▬ ▬ ▬▬▬▬▬ bbox=[326, 226, 473, 360]
headline: OUTSIDE TREATMENT. bbox=[364, 509, 435, 517]
section-rule bbox=[334, 657, 465, 660]
headline: WRECK OF THE MURITAI. bbox=[41, 1123, 134, 1132]
article-body-texture: ▬▬ ▬▬▬ ▬ ▬▬▬▬ ▬▬ ▬▬▬ ▬▬ ▬ ▬▬▬▬▬ ▬▬ ▬▬▬ ▬ ▬▬▬ ▬▬▬▬ ▬ ▬▬ ▬▬▬ ▬▬ ▬▬▬ ▬ ▬▬▬▬ ▬▬ ▬▬▬ ▬▬ ▬ ▬▬▬▬▬ ▬▬ ▬▬▬ ▬ ▬▬▬ ▬▬▬▬ ▬ ▬▬ ▬▬▬ ▬▬ ▬▬▬ ▬ ▬▬▬▬ ▬▬ ▬▬▬ ▬▬ ▬ ▬▬▬▬▬ ▬▬ ▬▬▬ ▬ ▬▬▬ ▬▬▬▬ ▬ ▬▬ ▬▬▬ ▬▬ ▬▬▬ ▬ ▬▬▬▬ ▬▬ ▬▬▬ ▬▬ ▬ ▬▬▬▬▬ ▬▬ ▬▬▬ ▬ ▬▬▬ ▬▬▬▬ ▬ ▬▬ ▬▬▬ ▬▬ ▬▬▬ ▬ ▬▬▬▬ ▬▬ ▬▬▬ ▬▬ ▬ ▬▬▬▬▬ ▬▬ ▬▬▬ ▬ ▬▬▬ ▬▬▬▬ ▬ ▬▬ ▬▬▬ ▬▬ ▬▬▬ ▬ ▬▬▬▬ ▬▬ ▬▬▬ ▬▬ ▬ ▬▬▬▬▬ ▬▬ ▬▬▬ ▬ ▬▬▬ ▬▬▬▬ ▬ ▬▬ ▬▬▬ ▬▬ ▬▬▬ ▬ ▬▬▬▬ ▬▬ ▬▬▬ ▬▬ ▬ ▬▬▬▬▬ ▬▬ ▬▬▬ ▬ ▬▬▬ ▬▬▬▬ ▬ ▬▬ ▬▬▬ ▬▬ ▬▬▬ ▬ ▬▬▬▬ ▬▬ ▬▬▬ ▬▬ ▬ ▬▬▬▬▬ ▬▬ ▬▬▬ ▬ ▬▬▬ ▬▬▬▬ ▬ ▬▬ ▬▬▬ ▬▬ ▬▬▬ ▬ ▬▬▬▬ ▬▬ ▬▬▬ ▬▬ ▬ ▬▬▬▬▬ ▬▬ ▬▬▬ ▬ ▬▬▬ ▬▬▬▬ ▬ ▬▬ ▬▬▬ ▬▬ ▬▬▬ ▬ ▬▬▬▬ ▬▬ ▬▬▬ ▬▬ ▬ ▬▬▬▬▬ ▬▬ ▬▬▬ ▬ ▬▬▬ ▬▬▬▬ ▬ ▬▬ ▬▬▬ ▬▬ ▬▬▬ ▬ ▬▬▬▬ ▬▬ ▬▬▬ ▬▬ ▬ ▬▬▬▬▬ ▬▬ ▬▬▬ ▬ ▬▬▬ ▬▬▬▬ ▬ ▬▬ ▬▬▬ ▬▬ ▬▬▬ ▬ ▬▬▬▬ ▬▬ ▬▬▬ ▬▬ ▬ ▬▬▬▬▬ ▬▬ ▬▬▬ ▬ ▬▬▬ ▬▬▬▬ ▬ ▬▬ ▬▬▬ ▬▬ ▬▬▬ ▬ ▬▬▬▬ ▬▬ ▬▬▬ ▬▬ ▬ ▬▬▬▬▬ ▬▬ ▬▬▬ ▬ ▬▬▬ ▬▬▬▬ ▬ ▬▬ ▬▬▬ ▬▬ ▬▬▬ ▬ ▬▬▬▬ ▬▬ ▬▬▬ ▬▬ ▬ ▬▬▬▬▬ ▬▬ ▬▬▬ ▬ ▬▬▬ ▬▬▬▬ ▬ ▬▬ ▬▬▬ ▬▬ ▬▬▬ ▬ ▬▬▬▬ ▬▬ ▬▬▬ ▬▬ ▬ ▬▬▬▬▬ ▬▬ ▬▬▬ ▬ ▬▬▬ ▬▬▬▬ ▬ ▬▬ ▬▬▬ ▬▬ ▬▬▬ ▬ ▬▬▬▬ ▬▬ ▬▬▬ ▬▬ ▬ ▬▬▬▬▬ ▬▬ ▬▬▬ ▬ ▬▬▬ ▬▬▬▬ ▬ ▬▬ ▬▬▬ ▬▬ ▬▬▬ ▬ ▬▬▬▬ ▬▬ ▬▬▬ ▬▬ ▬ ▬▬▬▬▬ ▬▬ ▬▬▬ ▬ ▬▬▬ ▬▬▬▬ ▬ ▬▬ ▬▬▬ ▬▬ ▬▬▬ ▬ ▬▬▬▬ ▬▬ ▬▬▬ ▬▬ ▬ ▬▬▬▬▬ ▬▬ ▬▬▬ ▬ ▬▬▬ ▬▬▬▬ ▬ ▬▬ ▬▬▬ ▬▬ ▬▬▬ ▬ ▬▬▬▬ ▬▬ ▬▬▬ ▬▬ ▬ ▬▬▬▬▬ ▬▬ ▬▬▬ ▬ ▬▬▬ ▬▬▬▬ ▬ ▬▬ ▬▬▬ ▬▬ ▬▬▬ ▬ ▬▬▬▬ ▬▬ ▬▬▬ ▬▬ ▬ ▬▬▬▬▬ ▬▬ ▬▬▬ ▬ ▬▬▬ ▬▬▬▬ ▬ ▬▬ ▬▬▬ ▬▬ ▬▬▬ ▬ ▬▬▬▬ ▬▬ ▬▬▬ ▬▬ ▬ ▬▬▬▬▬ ▬▬ ▬▬▬ ▬ ▬▬▬ ▬▬▬▬ ▬ ▬▬ ▬▬▬ ▬▬ ▬▬▬ ▬ ▬▬▬▬ ▬▬ ▬▬▬ ▬▬ ▬ ▬▬▬▬▬ ▬▬ ▬▬▬ ▬ ▬▬▬ ▬▬▬▬ ▬ ▬▬ ▬▬▬ ▬▬ ▬▬▬ ▬ ▬▬▬▬ ▬▬ ▬▬▬ ▬▬ ▬ ▬▬▬▬▬ ▬▬ ▬▬▬ ▬ ▬▬▬ ▬▬▬▬ ▬ ▬▬ ▬▬▬ ▬▬ ▬▬▬ ▬ ▬▬▬▬ ▬▬ ▬▬▬ ▬▬ ▬ ▬▬▬▬▬ ▬▬ ▬▬▬ ▬ ▬▬▬ ▬▬▬▬ ▬ ▬▬ ▬▬▬ ▬▬ ▬▬▬ ▬ ▬▬▬▬ ▬▬ ▬▬▬ ▬▬ ▬ ▬▬▬▬▬ ▬▬ ▬▬▬ ▬ ▬▬▬ ▬▬▬▬ ▬ ▬▬ ▬▬▬ ▬▬ ▬▬▬ ▬ ▬▬▬▬ ▬▬ ▬▬▬ ▬▬ ▬ ▬▬▬▬▬ ▬▬ ▬▬▬ ▬ ▬▬▬ ▬▬▬▬ ▬ ▬▬ ▬▬▬ ▬▬ ▬▬▬ ▬ ▬▬▬▬ ▬▬ ▬▬▬ ▬▬ ▬ ▬▬▬▬▬ ▬▬ ▬▬▬ ▬ ▬▬▬ ▬▬▬▬ ▬ ▬▬ ▬▬▬ ▬▬ ▬▬▬ ▬ ▬▬▬▬ ▬▬ ▬▬▬ ▬▬ ▬ ▬▬▬▬▬ ▬▬ ▬▬▬ ▬ ▬▬▬ ▬▬▬▬ ▬ ▬▬ ▬▬▬ ▬▬ ▬▬▬ ▬ ▬▬▬▬ ▬▬ ▬▬▬ ▬▬ ▬ ▬▬▬▬▬ ▬▬ ▬▬▬ ▬ ▬▬▬ ▬▬▬▬ ▬ ▬▬ ▬▬▬ ▬▬ ▬▬▬ ▬ ▬▬▬▬ ▬▬ ▬▬▬ ▬▬ ▬ ▬▬▬▬▬ ▬▬ ▬▬▬ ▬ ▬▬▬ ▬▬▬▬ ▬ ▬▬ ▬▬▬ ▬▬ ▬▬▬ ▬ ▬▬▬▬ ▬▬ ▬▬▬ ▬▬ ▬ ▬▬▬▬▬ ▬▬ ▬▬▬ ▬ ▬▬▬ ▬▬▬▬ ▬ ▬▬ ▬▬▬ ▬▬ ▬▬▬ ▬ ▬▬▬▬ ▬▬ ▬▬▬ ▬▬ ▬ ▬▬▬▬▬ ▬▬ ▬▬▬ ▬ ▬▬▬ ▬▬▬▬ ▬ ▬▬ ▬▬▬ ▬▬ ▬▬▬ ▬ ▬▬▬▬ ▬▬ ▬▬▬ ▬▬ ▬ ▬▬▬▬▬ ▬▬ ▬▬▬ ▬ ▬▬▬ ▬▬▬▬ ▬ ▬▬ ▬▬▬ ▬▬ ▬▬▬ ▬ ▬▬▬▬ ▬▬ ▬▬▬ ▬▬ ▬ ▬▬▬▬▬ ▬▬ ▬▬▬ ▬ ▬▬▬ ▬▬▬▬ ▬ ▬▬ ▬▬▬ ▬▬ ▬▬▬ ▬ ▬▬▬▬ ▬▬ ▬▬▬ ▬▬ ▬ ▬▬▬▬▬ ▬▬ ▬▬▬ ▬ ▬▬▬ ▬▬▬▬ ▬ ▬▬ ▬▬▬ ▬▬ ▬▬▬ ▬ ▬▬▬▬ ▬▬ ▬▬▬ ▬▬ ▬ ▬▬▬▬▬ ▬▬ ▬▬▬ ▬ ▬▬▬ ▬▬▬▬ ▬ ▬▬ ▬▬▬ ▬▬ ▬▬▬ ▬ ▬▬▬▬ ▬▬ ▬▬▬ ▬▬ ▬ ▬▬▬▬▬ ▬▬ ▬▬▬ ▬ ▬▬▬ ▬▬▬▬ ▬ ▬▬ ▬▬▬ ▬▬ ▬▬▬ ▬ ▬▬▬▬ ▬▬ ▬▬▬ ▬▬ ▬ ▬▬▬▬▬ ▬▬ ▬▬▬ ▬ ▬▬▬ ▬▬▬▬ ▬ ▬▬ ▬▬▬ ▬▬ ▬▬▬ ▬ ▬▬▬▬ ▬▬ ▬▬▬ ▬▬ ▬ ▬▬▬▬▬ ▬▬ ▬▬▬ ▬ ▬▬▬ ▬▬▬▬ ▬ ▬▬ ▬▬▬ ▬▬ ▬▬▬ ▬ ▬▬▬▬ ▬▬ ▬▬▬ ▬▬ ▬ ▬▬▬▬▬ ▬▬ ▬▬▬ ▬ ▬▬▬ ▬▬▬▬ ▬ ▬▬ ▬▬▬ bbox=[482, 833, 629, 1158]
column-2 bbox=[166, 42, 322, 1627]
headline: THE PRIME MINISTER. bbox=[649, 47, 774, 58]
article-body-texture: ▬▬ ▬▬▬ ▬ ▬▬▬▬ ▬▬ ▬▬▬ ▬▬ ▬ ▬▬▬▬▬ ▬▬ ▬▬▬ ▬ ▬▬▬ ▬▬▬▬ ▬ ▬▬ ▬▬▬ ▬▬ ▬▬▬ ▬ ▬▬▬▬ ▬▬ ▬▬▬ ▬▬ ▬ ▬▬▬▬▬ ▬▬ ▬▬▬ ▬ ▬▬▬ ▬▬▬▬ ▬ ▬▬ ▬▬▬ ▬▬ ▬▬▬ ▬ ▬▬▬▬ ▬▬ ▬▬▬ ▬▬ ▬ ▬▬▬▬▬ ▬▬ ▬▬▬ ▬ ▬▬▬ ▬▬▬▬ ▬ ▬▬ ▬▬▬ ▬▬ ▬▬▬ ▬ ▬▬▬▬ ▬▬ ▬▬▬ ▬▬ ▬ ▬▬▬▬▬ ▬▬ ▬▬▬ ▬ ▬▬▬ ▬▬▬▬ ▬ ▬▬ ▬▬▬ ▬▬ ▬▬▬ ▬ ▬▬▬▬ ▬▬ ▬▬▬ ▬▬ ▬ ▬▬▬▬▬ ▬▬ ▬▬▬ ▬ ▬▬▬ ▬▬▬▬ ▬ ▬▬ ▬▬▬ ▬▬ ▬▬▬ ▬ ▬▬▬▬ ▬▬ ▬▬▬ ▬▬ ▬ ▬▬▬▬▬ ▬▬ ▬▬▬ ▬ ▬▬▬ ▬▬▬▬ ▬ ▬▬ ▬▬▬ ▬▬ ▬▬▬ ▬ ▬▬▬▬ ▬▬ ▬▬▬ ▬▬ ▬ ▬▬▬▬▬ ▬▬ ▬▬▬ ▬ ▬▬▬ ▬▬▬▬ ▬ ▬▬ ▬▬▬ ▬▬ ▬▬▬ ▬ ▬▬▬▬ ▬▬ ▬▬▬ ▬▬ ▬ ▬▬▬▬▬ ▬▬ ▬▬▬ ▬ ▬▬▬ ▬▬▬▬ ▬ ▬▬ ▬▬▬ ▬▬ ▬▬▬ ▬ ▬▬▬▬ ▬▬ ▬▬▬ ▬▬ ▬ ▬▬▬▬▬ ▬▬ ▬▬▬ ▬ ▬▬▬ ▬▬▬▬ ▬ ▬▬ ▬▬▬ ▬▬ ▬▬▬ ▬ ▬▬▬▬ ▬▬ ▬▬▬ ▬▬ ▬ ▬▬▬▬▬ ▬▬ ▬▬▬ ▬ ▬▬▬ ▬▬▬▬ ▬ ▬▬ ▬▬▬ ▬▬ ▬▬▬ ▬ ▬▬▬▬ ▬▬ ▬▬▬ ▬▬ ▬ ▬▬▬▬▬ ▬▬ ▬▬▬ ▬ ▬▬▬ ▬▬▬▬ ▬ ▬▬ ▬▬▬ ▬▬ ▬▬▬ ▬ ▬▬▬▬ ▬▬ ▬▬▬ ▬▬ ▬ ▬▬▬▬▬ ▬▬ ▬▬▬ ▬ ▬▬▬ ▬▬▬▬ ▬ ▬▬ ▬▬▬ ▬▬ ▬▬▬ ▬ ▬▬▬▬ ▬▬ ▬▬▬ ▬▬ ▬ ▬▬▬▬▬ ▬▬ ▬▬▬ ▬ ▬▬▬ ▬▬▬▬ ▬ ▬▬ ▬▬▬ ▬▬ ▬▬▬ ▬ ▬▬▬▬ ▬▬ ▬▬▬ ▬▬ ▬ ▬▬▬▬▬ ▬▬ ▬▬▬ ▬ ▬▬▬ ▬▬▬▬ ▬ ▬▬ ▬▬▬ ▬▬ ▬▬▬ ▬ ▬▬▬▬ ▬▬ ▬▬▬ ▬▬ ▬ ▬▬▬▬▬ ▬▬ ▬▬▬ ▬ ▬▬▬ ▬▬▬▬ ▬ ▬▬ ▬▬▬ ▬▬ ▬▬▬ ▬ ▬▬▬▬ ▬▬ ▬▬▬ ▬▬ ▬ ▬▬▬▬▬ ▬▬ ▬▬▬ ▬ ▬▬▬ ▬▬▬▬ ▬ ▬▬ ▬▬▬ ▬▬ ▬▬▬ ▬ ▬▬▬▬ ▬▬ ▬▬▬ ▬▬ ▬ ▬▬▬▬▬ ▬▬ ▬▬▬ ▬ ▬▬▬ ▬▬▬▬ ▬ ▬▬ ▬▬▬ ▬▬ ▬▬▬ ▬ ▬▬▬▬ ▬▬ ▬▬▬ ▬▬ ▬ ▬▬▬▬▬ ▬▬ ▬▬▬ ▬ ▬▬▬ ▬▬▬▬ ▬ ▬▬ ▬▬▬ ▬▬ ▬▬▬ ▬ ▬▬▬▬ ▬▬ ▬▬▬ ▬▬ ▬ ▬▬▬▬▬ ▬▬ ▬▬▬ ▬ ▬▬▬ ▬▬▬▬ ▬ ▬▬ ▬▬▬ ▬▬ ▬▬▬ ▬ ▬▬▬▬ ▬▬ ▬ bbox=[794, 760, 941, 916]
headline: "PRODUCTIVE POWER OF THE COUNTRY WOULD SUFFER." bbox=[804, 744, 931, 759]
article-body-texture: ▬▬ ▬▬▬ ▬ ▬▬▬▬ ▬▬ ▬▬▬ ▬▬ ▬ ▬▬▬▬▬ ▬▬ ▬▬▬ ▬ ▬▬▬ ▬▬▬▬ ▬ ▬▬ ▬▬▬ ▬▬ ▬▬▬ ▬ ▬▬▬▬ ▬▬ ▬▬▬ ▬▬ ▬ ▬▬▬▬▬ ▬▬ ▬▬▬ ▬ ▬▬▬ ▬▬▬▬ ▬ ▬▬ ▬▬▬ ▬▬ ▬▬▬ ▬ ▬▬▬▬ ▬▬ ▬▬▬ ▬▬ ▬ ▬▬▬▬▬ ▬▬ ▬▬▬ ▬ ▬▬▬ ▬▬▬▬ ▬ ▬▬ ▬▬▬ ▬▬ ▬▬▬ ▬ ▬▬▬▬ ▬▬ ▬▬▬ ▬▬ ▬ ▬▬▬▬▬ ▬▬ ▬▬▬ ▬ ▬▬▬ ▬▬▬▬ ▬ ▬▬ ▬▬▬ ▬▬ ▬▬▬ ▬ ▬▬▬▬ ▬▬ ▬▬▬ ▬▬ ▬ ▬▬▬▬▬ ▬▬ ▬▬▬ ▬ ▬▬▬ ▬▬▬▬ ▬ ▬▬ ▬▬▬ ▬▬ ▬▬▬ ▬ ▬▬▬▬ ▬▬ ▬▬▬ ▬▬ ▬ ▬▬▬▬▬ ▬▬ ▬▬▬ ▬ ▬▬▬ ▬▬▬▬ ▬ ▬▬ ▬▬▬ ▬▬ ▬▬▬ ▬ ▬▬▬▬ ▬▬ ▬▬▬ ▬▬ ▬ ▬▬▬▬▬ ▬▬ ▬▬▬ ▬ ▬▬▬ ▬▬▬▬ ▬ bbox=[950, 840, 1098, 896]
article-body-texture: ▬▬ ▬▬▬ ▬ ▬▬▬▬ ▬▬ ▬▬▬ ▬▬ ▬ ▬▬▬▬▬ ▬▬ ▬▬▬ ▬ ▬▬▬ ▬▬▬▬ ▬ ▬▬ ▬▬▬ ▬▬ ▬▬▬ ▬ ▬▬▬▬ ▬▬ ▬▬▬ ▬▬ ▬ ▬▬▬▬▬ ▬▬ ▬▬▬ ▬ ▬▬▬ ▬▬▬▬ ▬ ▬▬ ▬▬▬ ▬▬ ▬▬▬ ▬ ▬▬▬▬ ▬▬ ▬▬▬ ▬▬ ▬ ▬▬▬▬▬ ▬▬ ▬▬▬ ▬ ▬▬▬ ▬▬▬▬ ▬ ▬▬ ▬▬▬ ▬▬ ▬▬▬ ▬ ▬▬▬▬ ▬▬ ▬▬▬ ▬▬ ▬ ▬▬▬▬▬ ▬▬ ▬▬▬ ▬ ▬▬▬ ▬▬▬▬ ▬ ▬▬ ▬▬▬ ▬▬ ▬▬▬ ▬ ▬▬▬▬ ▬▬ ▬▬▬ ▬▬ ▬ ▬▬▬▬▬ ▬▬ ▬▬▬ ▬ ▬▬▬ ▬▬▬▬ ▬ ▬▬ ▬▬▬ ▬▬ ▬▬▬ ▬ ▬▬▬▬ ▬▬ ▬▬▬ ▬▬ ▬ ▬▬▬▬▬ ▬▬ ▬▬▬ ▬ ▬▬▬ ▬▬▬▬ ▬ ▬▬ ▬▬▬ ▬▬ ▬▬▬ ▬ ▬▬▬▬ ▬▬ ▬▬▬ ▬▬ ▬ ▬▬▬▬▬ ▬▬ ▬▬▬ ▬ ▬▬▬ ▬▬▬▬ ▬ ▬▬ ▬▬▬ ▬▬ ▬▬▬ ▬ ▬▬▬▬ ▬▬ ▬▬▬ ▬▬ ▬ ▬▬▬▬▬ ▬▬ ▬▬▬ ▬ ▬▬▬ ▬▬▬▬ ▬ ▬▬ ▬▬▬ ▬▬ ▬▬▬ ▬ ▬▬▬▬ ▬▬ ▬▬▬ ▬▬ ▬ ▬▬▬▬▬ ▬▬ ▬▬▬ ▬ ▬▬▬ ▬▬▬▬ ▬ ▬▬ ▬▬▬ ▬▬ ▬▬▬ ▬ ▬▬▬▬ ▬▬ ▬▬▬ ▬▬ ▬ ▬▬▬▬▬ ▬▬ ▬▬▬ ▬ ▬▬▬ ▬▬▬▬ ▬ ▬▬ ▬▬▬ ▬▬ ▬▬▬ ▬ ▬▬▬▬ ▬▬ ▬▬▬ ▬▬ ▬ ▬▬▬▬▬ ▬▬ ▬▬▬ ▬ ▬▬▬ ▬▬▬▬ ▬ ▬▬ ▬▬▬ ▬▬ ▬▬▬ ▬ ▬▬▬▬ ▬▬ ▬▬▬ ▬▬ ▬ ▬▬▬▬▬ ▬▬ ▬▬▬ ▬ ▬▬▬ ▬▬▬▬ ▬ ▬▬ ▬▬▬ ▬▬ ▬▬▬ ▬ ▬▬▬▬ ▬▬ ▬▬▬ ▬▬ ▬ ▬▬▬▬▬ ▬▬ ▬▬▬ ▬ ▬▬▬ ▬▬▬▬ ▬ ▬▬ ▬▬▬ ▬▬ ▬▬▬ ▬ ▬▬▬▬ ▬▬ ▬▬▬ ▬▬ ▬ ▬▬▬▬▬ ▬▬ ▬▬▬ ▬ ▬▬▬ ▬▬▬▬ ▬ ▬▬ ▬▬▬ ▬▬ ▬▬▬ ▬ ▬▬▬▬ ▬▬ ▬▬▬ ▬▬ ▬ ▬▬ bbox=[170, 209, 317, 326]
headline: Postal Articles. bbox=[691, 678, 732, 686]
article-body-texture: ▬▬ ▬▬▬ ▬ ▬▬▬▬ ▬▬ ▬▬▬ ▬▬ ▬ ▬▬▬▬▬ ▬▬ ▬▬▬ ▬ ▬▬▬ ▬▬▬▬ ▬ ▬▬ ▬▬▬ ▬▬ ▬▬▬ ▬ ▬▬▬▬ ▬▬ ▬▬▬ ▬▬ ▬ ▬▬▬▬▬ ▬▬ ▬▬▬ ▬ ▬▬▬ ▬▬▬▬ ▬ ▬▬ ▬▬▬ ▬▬ ▬▬▬ ▬ ▬▬▬▬ ▬▬ ▬▬▬ ▬▬ ▬ ▬▬▬▬▬ ▬▬ ▬▬▬ ▬ ▬▬▬ ▬▬▬▬ ▬ ▬▬ ▬▬▬ ▬▬ ▬▬▬ ▬ ▬▬▬▬ ▬▬ ▬▬▬ ▬▬ ▬ ▬▬▬▬▬ ▬▬ ▬▬▬ ▬ ▬▬▬ ▬▬▬▬ ▬ ▬▬ ▬▬▬ ▬▬ ▬▬▬ ▬ ▬▬▬▬ ▬▬ ▬▬▬ ▬▬ ▬ ▬▬▬▬▬ ▬▬ ▬▬▬ ▬ ▬▬▬ ▬▬▬▬ ▬ ▬▬ ▬▬▬ ▬▬ ▬▬▬ ▬ ▬▬▬▬ ▬▬ ▬▬▬ ▬▬ ▬ ▬▬▬▬▬ ▬▬ ▬▬▬ ▬ ▬▬▬ ▬▬▬▬ ▬ ▬▬ ▬▬▬ ▬▬ ▬▬▬ ▬ ▬▬▬▬ ▬▬ ▬▬▬ ▬▬ ▬ ▬▬▬▬▬ ▬▬ ▬▬▬ ▬ ▬▬▬ ▬▬▬▬ ▬ ▬▬ ▬▬▬ ▬▬ ▬▬▬ ▬ ▬▬▬▬ ▬▬ ▬▬▬ ▬▬ ▬ ▬▬▬▬▬ ▬▬ ▬▬▬ ▬ ▬▬▬ ▬▬▬▬ ▬ ▬▬ ▬▬▬ ▬▬ ▬▬▬ ▬ ▬▬▬▬ ▬▬ ▬▬▬ ▬▬ ▬ ▬▬▬▬▬ ▬▬ ▬▬▬ ▬ ▬▬▬ ▬▬▬▬ ▬ ▬▬ ▬▬▬ ▬▬ ▬▬▬ ▬ ▬▬▬▬ ▬▬ ▬▬▬ ▬▬ ▬ ▬▬▬▬▬ ▬▬ ▬▬▬ ▬ ▬▬▬ ▬▬▬▬ ▬ ▬▬ ▬▬▬ ▬▬ ▬▬▬ ▬ ▬▬▬▬ ▬▬ ▬▬▬ ▬▬ ▬ ▬▬▬▬▬ ▬▬ ▬▬▬ ▬ ▬▬▬ ▬▬▬▬ ▬ ▬▬ ▬▬▬ ▬ bbox=[638, 274, 785, 364]
article-body-texture: ▬▬ ▬▬▬ ▬ ▬▬▬▬ ▬▬ ▬▬▬ ▬▬ ▬ ▬▬▬▬▬ ▬▬ ▬▬▬ ▬ ▬▬▬ ▬▬▬▬ ▬ ▬▬ ▬▬▬ ▬▬ ▬▬▬ ▬ ▬▬▬▬ ▬▬ ▬▬▬ ▬▬ ▬ ▬▬▬▬▬ ▬▬ ▬▬▬ ▬ ▬▬▬ ▬▬▬▬ ▬ ▬▬ ▬▬▬ ▬▬ ▬▬▬ ▬ ▬▬▬▬ ▬▬ ▬▬▬ ▬▬ ▬ ▬▬▬▬▬ ▬▬ ▬▬▬ ▬ ▬▬▬ ▬▬▬▬ ▬ ▬▬ ▬▬▬ ▬▬ ▬▬▬ ▬ ▬▬▬▬ ▬▬ ▬▬▬ ▬▬ ▬ ▬▬▬▬▬ ▬▬ ▬▬▬ ▬ ▬▬▬ ▬▬▬▬ ▬ ▬▬ ▬▬▬ ▬▬ ▬▬▬ ▬ ▬▬▬▬ ▬▬ ▬▬▬ ▬▬ ▬ ▬▬▬▬▬ ▬▬ ▬▬▬ ▬ ▬▬▬ ▬▬▬▬ ▬ ▬▬ ▬▬▬ ▬▬ ▬▬▬ ▬ ▬▬▬▬ ▬▬ ▬▬▬ ▬▬ ▬ ▬▬▬▬▬ ▬▬ ▬▬▬ ▬ ▬▬▬ ▬▬▬▬ ▬ ▬▬ ▬▬▬ ▬▬ ▬▬▬ ▬ ▬▬▬▬ ▬▬ ▬▬▬ ▬▬ ▬ ▬▬▬▬▬ ▬▬ ▬▬▬ ▬ ▬▬▬ ▬▬▬▬ ▬ ▬▬ ▬▬▬ ▬▬ ▬▬▬ ▬ ▬▬▬▬ ▬▬ ▬▬▬ ▬▬ ▬ ▬▬▬▬▬ ▬▬ ▬▬▬ ▬ ▬▬▬ ▬▬▬▬ ▬ ▬▬ ▬▬▬ ▬▬ ▬▬▬ ▬ ▬▬▬▬ ▬▬ ▬▬▬ ▬▬ ▬ ▬▬▬▬▬ ▬▬ ▬▬▬ ▬ ▬▬▬ ▬▬▬▬ ▬ ▬▬ ▬▬▬ ▬▬ ▬▬▬ ▬ ▬▬▬▬ ▬▬ ▬▬▬ ▬▬ ▬ ▬▬▬▬▬ ▬▬ ▬▬▬ ▬ ▬▬▬ ▬▬▬▬ ▬ ▬▬ ▬▬▬ ▬▬ ▬▬▬ ▬ ▬▬▬▬ ▬▬ ▬▬▬ ▬▬ ▬ ▬▬▬▬▬ ▬▬ ▬▬▬ ▬ ▬▬▬ ▬▬▬▬ ▬ ▬▬ ▬▬▬ ▬▬ ▬▬▬ ▬ ▬▬▬▬ ▬▬ ▬▬▬ ▬▬ ▬ ▬▬▬▬▬ ▬▬ ▬▬▬ ▬ ▬▬▬ ▬▬▬▬ ▬ ▬▬ ▬▬▬ ▬▬ ▬▬▬ ▬ ▬▬▬▬ ▬▬ ▬▬▬ ▬▬ ▬ ▬▬▬▬▬ ▬▬ ▬▬▬ ▬ ▬▬▬ ▬▬▬▬ ▬ ▬▬ ▬▬▬ ▬▬ ▬▬▬ ▬ ▬▬▬▬ ▬▬ ▬▬▬ ▬▬ ▬ ▬▬▬▬▬ ▬▬ ▬▬▬ ▬ ▬▬▬ ▬▬▬▬ ▬ ▬▬ ▬▬▬ ▬▬ ▬▬▬ ▬ ▬▬▬▬ ▬▬ ▬▬▬ ▬▬ ▬ ▬▬ bbox=[170, 726, 317, 843]
article-body-texture: ▬▬ ▬▬▬ ▬ ▬▬▬▬ ▬▬ ▬▬▬ ▬▬ ▬ ▬▬▬▬▬ ▬▬ ▬▬▬ ▬ ▬▬▬ ▬▬▬▬ ▬ ▬▬ ▬▬▬ ▬▬ ▬▬▬ ▬ ▬▬▬▬ ▬▬ ▬▬▬ ▬▬ ▬ ▬▬▬▬▬ ▬▬ ▬▬▬ ▬ ▬▬▬ ▬▬▬▬ ▬ ▬▬ ▬▬▬ ▬▬ ▬▬▬ ▬ ▬▬▬▬ ▬▬ ▬▬▬ ▬▬ ▬ ▬▬▬▬▬ ▬▬ ▬▬▬ ▬ ▬▬▬ ▬▬▬▬ ▬ ▬▬ ▬▬▬ ▬▬ ▬▬▬ ▬ ▬▬▬▬ ▬▬ ▬▬▬ ▬▬ ▬ ▬▬▬▬▬ ▬▬ ▬▬▬ ▬ ▬▬▬ ▬▬▬▬ ▬ ▬▬ ▬▬▬ ▬▬ ▬▬▬ ▬ ▬▬▬▬ ▬▬ ▬▬▬ ▬▬ ▬ ▬▬▬▬▬ ▬▬ ▬▬▬ ▬ ▬▬▬ ▬▬▬▬ ▬ ▬▬ ▬▬▬ ▬▬ ▬▬▬ ▬ ▬▬▬▬ ▬▬ ▬▬▬ ▬▬ ▬ ▬▬▬▬▬ ▬▬ ▬▬▬ ▬ ▬▬▬ ▬▬▬▬ ▬ ▬▬ ▬▬▬ ▬▬ ▬▬▬ ▬ ▬▬▬▬ ▬▬ ▬▬▬ ▬▬ ▬ ▬▬▬▬▬ ▬▬ ▬▬▬ ▬ ▬▬▬ ▬▬▬▬ ▬ bbox=[950, 559, 1098, 615]
headline: MISSES CONNECTION AT SYDNEY. bbox=[815, 222, 920, 230]
article-body-texture: ▬▬ ▬▬▬ ▬ ▬▬▬▬ ▬▬ ▬▬▬ ▬▬ ▬ ▬▬▬▬▬ ▬▬ ▬▬▬ ▬ ▬▬▬ ▬▬▬▬ ▬ ▬▬ ▬▬▬ ▬▬ ▬▬▬ ▬ ▬▬▬▬ ▬▬ ▬▬▬ ▬▬ ▬ ▬▬▬▬▬ ▬▬ ▬▬▬ ▬ ▬▬▬ ▬▬▬▬ ▬ ▬▬ ▬▬▬ ▬▬ ▬▬▬ ▬ ▬▬▬▬ ▬▬ ▬▬▬ ▬▬ ▬ ▬▬▬▬▬ ▬▬ ▬▬▬ ▬ ▬▬▬ ▬▬▬▬ ▬ ▬▬ ▬▬▬ ▬▬ ▬▬▬ ▬ ▬▬▬▬ ▬▬ ▬▬▬ ▬▬ ▬ ▬▬▬▬▬ ▬▬ ▬▬▬ ▬ ▬▬▬ ▬▬▬▬ ▬ ▬▬ ▬▬▬ ▬▬ ▬▬▬ ▬ ▬▬▬▬ ▬▬ ▬▬▬ ▬▬ ▬ ▬▬▬▬▬ ▬▬ ▬▬▬ ▬ ▬▬▬ ▬▬▬▬ ▬ ▬▬ ▬▬▬ ▬▬ ▬▬▬ ▬ ▬▬▬▬ ▬▬ ▬▬▬ ▬▬ ▬ ▬▬▬▬▬ ▬▬ ▬▬▬ ▬ ▬▬▬ ▬▬▬▬ ▬ ▬▬ ▬▬▬ ▬▬ ▬▬▬ ▬ ▬▬▬▬ ▬▬ ▬▬▬ ▬▬ ▬ ▬▬▬▬▬ ▬▬ ▬▬▬ ▬ ▬▬▬ ▬▬▬▬ ▬ bbox=[950, 1050, 1098, 1107]
article-body-texture: ▬▬ ▬▬▬ ▬ ▬▬▬▬ ▬▬ ▬▬▬ ▬▬ ▬ ▬▬▬▬▬ ▬▬ ▬▬▬ ▬ ▬▬▬ ▬▬▬▬ ▬ ▬▬ ▬▬▬ ▬▬ ▬▬▬ ▬ ▬▬▬▬ ▬▬ ▬▬▬ ▬▬ ▬ ▬▬▬▬▬ ▬▬ ▬▬▬ ▬ ▬▬▬ ▬▬▬▬ ▬ ▬▬ ▬▬▬ ▬▬ ▬▬▬ ▬ ▬▬▬▬ ▬▬ ▬▬▬ ▬▬ ▬ ▬▬▬▬▬ ▬▬ ▬▬▬ ▬ ▬▬▬ ▬▬▬▬ ▬ ▬▬ ▬▬▬ ▬▬ ▬▬▬ ▬ ▬▬▬▬ ▬▬ ▬▬▬ ▬▬ ▬ ▬▬▬▬▬ ▬▬ ▬▬▬ ▬ ▬▬▬ ▬▬▬▬ ▬ ▬▬ ▬▬▬ ▬▬ ▬▬▬ ▬ ▬▬▬▬ ▬▬ ▬▬▬ ▬▬ ▬ ▬▬▬▬▬ ▬▬ ▬▬▬ ▬ ▬▬▬ ▬▬▬▬ ▬ ▬▬ ▬▬▬ ▬▬ ▬▬▬ ▬ ▬▬▬▬ ▬▬ ▬▬▬ ▬▬ ▬ ▬▬▬▬▬ ▬▬ ▬▬▬ ▬ ▬▬▬ ▬▬▬▬ ▬ ▬▬ ▬▬▬ ▬▬ ▬▬▬ ▬ ▬▬▬▬ ▬▬ ▬▬▬ ▬▬ ▬ ▬▬▬▬▬ ▬▬ ▬▬▬ ▬ ▬▬▬ ▬▬▬▬ ▬ ▬▬ ▬▬▬ ▬▬ ▬▬▬ ▬ ▬▬▬▬ ▬▬ ▬▬▬ ▬▬ ▬ ▬▬▬▬▬ ▬▬ ▬▬▬ ▬ ▬▬▬ ▬▬▬▬ ▬ ▬▬ ▬▬▬ ▬▬ ▬▬▬ ▬ ▬▬▬▬ ▬▬ ▬▬▬ ▬▬ ▬ ▬▬▬▬▬ ▬▬ ▬▬▬ ▬ ▬▬▬ ▬▬▬▬ ▬ ▬▬ ▬▬▬ ▬▬ ▬▬▬ ▬ ▬▬▬▬ ▬▬ ▬▬▬ ▬▬ ▬ ▬▬▬▬▬ ▬▬ ▬▬▬ ▬ ▬▬▬ ▬▬▬▬ ▬ ▬▬ ▬▬▬ ▬▬ ▬▬▬ ▬ ▬▬▬▬ ▬▬ ▬▬▬ ▬▬ ▬ ▬▬▬▬▬ ▬▬ ▬▬▬ ▬ ▬▬▬ ▬▬▬▬ ▬ ▬▬ ▬▬▬ ▬ bbox=[638, 68, 785, 157]
headline: RESPONSIBILITIES OF DEFENCE. bbox=[37, 46, 138, 53]
headline: HOURS OF WORK. bbox=[215, 458, 272, 466]
headline: ATTACHING WAGES TO PAY FINES. bbox=[346, 819, 453, 827]
section-rule bbox=[802, 921, 933, 924]
headline: Postal Concessions. bbox=[685, 781, 738, 789]
article-body-texture: ▬▬ ▬▬▬ ▬ ▬▬▬▬ ▬▬ ▬▬▬ ▬▬ ▬ ▬▬▬▬▬ ▬▬ ▬▬▬ ▬ ▬▬▬ ▬▬▬▬ ▬ ▬▬ ▬▬▬ ▬▬ ▬▬▬ ▬ ▬▬▬▬ ▬▬ ▬▬▬ ▬▬ ▬ ▬▬▬▬▬ ▬▬ ▬▬▬ ▬ ▬▬▬ ▬▬▬▬ ▬ ▬▬ ▬▬▬ ▬▬ ▬▬▬ ▬ ▬▬▬▬ ▬▬ ▬▬▬ ▬▬ ▬ ▬▬▬▬▬ ▬▬ ▬▬▬ ▬ ▬▬▬ ▬▬▬▬ ▬ ▬▬ ▬▬▬ ▬▬ ▬▬▬ ▬ ▬▬▬▬ ▬▬ ▬▬▬ ▬▬ ▬ ▬▬▬▬▬ ▬▬ ▬▬▬ ▬ ▬▬▬ ▬▬▬▬ ▬ ▬▬ ▬▬▬ ▬▬ ▬▬▬ ▬ ▬▬▬▬ ▬▬ ▬▬▬ ▬▬ ▬ ▬▬▬▬▬ ▬▬ ▬▬▬ ▬ ▬▬▬ ▬▬▬▬ ▬ ▬▬ ▬▬▬ ▬▬ ▬▬▬ ▬ ▬▬▬▬ ▬▬ ▬▬▬ ▬▬ ▬ ▬▬▬▬▬ ▬▬ ▬▬▬ ▬ ▬▬▬ ▬▬▬▬ ▬ ▬▬ ▬▬▬ ▬▬ ▬▬▬ ▬ ▬▬▬▬ ▬▬ ▬▬▬ ▬▬ ▬ ▬▬▬▬▬ ▬▬ ▬▬▬ ▬ ▬▬▬ ▬▬▬▬ ▬ ▬▬ ▬▬▬ ▬▬ ▬▬▬ ▬ ▬▬▬▬ ▬▬ ▬▬▬ ▬▬ ▬ ▬▬▬▬▬ ▬▬ ▬▬▬ ▬ ▬▬▬ ▬▬▬▬ ▬ ▬▬ ▬▬▬ ▬▬ ▬▬▬ ▬ ▬▬▬▬ ▬▬ ▬▬▬ ▬▬ ▬ ▬▬▬▬▬ ▬▬ ▬▬▬ ▬ ▬▬▬ ▬▬▬▬ ▬ ▬▬ ▬▬▬ ▬▬ ▬▬▬ ▬ ▬▬▬▬ ▬▬ ▬▬▬ ▬▬ ▬ ▬▬▬▬▬ ▬▬ ▬▬▬ ▬ ▬▬▬ ▬▬▬▬ ▬ ▬▬ ▬▬▬ ▬▬ ▬▬▬ ▬ ▬▬▬▬ ▬▬ ▬▬▬ ▬▬ ▬ ▬▬▬▬▬ ▬▬ ▬▬▬ ▬ ▬▬▬ ▬▬▬▬ ▬ ▬▬ ▬▬▬ ▬▬ ▬▬▬ ▬ ▬▬▬▬ ▬▬ ▬▬▬ ▬▬ ▬ ▬▬▬▬▬ ▬▬ ▬▬▬ ▬ ▬▬▬ ▬▬▬▬ ▬ ▬▬ ▬▬▬ ▬▬ ▬▬▬ ▬ ▬▬▬▬ ▬▬ ▬▬▬ ▬▬ ▬ ▬▬▬▬▬ ▬▬ ▬▬▬ ▬ ▬▬▬ ▬▬▬▬ ▬ ▬▬ ▬▬▬ ▬▬ ▬▬▬ ▬ ▬▬▬▬ ▬▬ ▬▬▬ ▬▬ ▬ ▬▬▬▬▬ ▬▬ ▬▬▬ ▬ ▬▬▬ ▬▬▬▬ ▬ ▬▬ ▬▬▬ ▬▬ ▬▬▬ ▬ ▬▬▬▬ ▬▬ ▬▬▬ ▬▬ ▬ ▬▬▬▬▬ ▬▬ ▬▬▬ ▬ ▬▬▬ ▬▬▬▬ ▬ ▬▬ ▬▬▬ ▬▬ ▬▬▬ ▬ ▬▬▬▬ ▬▬ ▬▬▬ ▬▬ ▬ ▬▬▬▬▬ ▬▬ ▬▬▬ ▬ ▬▬▬ ▬▬▬▬ ▬ ▬▬ ▬▬▬ ▬▬ ▬▬▬ ▬ ▬▬▬▬ ▬▬ ▬▬▬ ▬▬ ▬ ▬▬▬▬▬ bbox=[326, 80, 473, 213]
article-body-texture: ▬▬ ▬▬▬ ▬ ▬▬▬▬ ▬▬ ▬▬▬ ▬▬ ▬ ▬▬▬▬▬ ▬▬ ▬▬▬ ▬ ▬▬▬ ▬▬▬▬ ▬ ▬▬ ▬▬▬ ▬▬ ▬▬▬ ▬ ▬▬▬▬ ▬▬ ▬▬▬ ▬▬ ▬ ▬▬▬▬▬ ▬▬ ▬▬▬ ▬ ▬▬▬ ▬▬▬▬ ▬ ▬▬ ▬▬▬ ▬▬ ▬▬▬ ▬ ▬▬▬▬ ▬▬ ▬▬▬ ▬▬ ▬ ▬▬▬▬▬ ▬▬ ▬▬▬ ▬ ▬▬▬ ▬▬▬▬ ▬ ▬▬ ▬▬▬ ▬▬ ▬▬▬ ▬ ▬▬▬▬ ▬▬ ▬▬▬ ▬▬ ▬ ▬▬▬▬▬ ▬▬ ▬▬▬ ▬ ▬▬▬ ▬▬▬▬ ▬ ▬▬ ▬▬▬ ▬▬ ▬▬▬ ▬ ▬▬▬▬ ▬▬ ▬▬▬ ▬▬ ▬ ▬▬▬▬▬ ▬▬ ▬▬▬ ▬ ▬▬▬ ▬▬▬▬ ▬ ▬▬ ▬▬▬ ▬▬ ▬▬▬ ▬ ▬▬▬▬ ▬▬ ▬▬▬ ▬▬ ▬ ▬▬▬▬▬ ▬▬ ▬▬▬ ▬ ▬▬▬ ▬▬▬▬ ▬ ▬▬ ▬▬▬ ▬▬ ▬▬▬ ▬ ▬▬▬▬ ▬▬ ▬▬▬ ▬▬ ▬ ▬▬▬▬▬ ▬▬ ▬▬▬ ▬ ▬▬▬ ▬▬▬▬ ▬ ▬▬ ▬▬▬ ▬▬ ▬▬▬ ▬ ▬▬▬▬ ▬▬ ▬▬▬ ▬▬ ▬ ▬▬▬▬▬ ▬▬ ▬▬▬ ▬ ▬▬▬ ▬▬▬▬ ▬ ▬▬ ▬▬▬ ▬▬ ▬▬▬ ▬ ▬▬▬▬ ▬▬ ▬▬▬ ▬▬ ▬ ▬▬▬▬▬ ▬▬ ▬▬▬ ▬ ▬▬▬ ▬▬▬▬ ▬ ▬▬ ▬▬▬ ▬▬ ▬▬▬ ▬ ▬▬▬▬ ▬▬ ▬▬▬ ▬▬ ▬ ▬▬▬▬▬ ▬▬ ▬▬▬ ▬ ▬▬▬ ▬▬▬▬ ▬ ▬▬ ▬▬▬ ▬▬ ▬▬▬ ▬ ▬▬▬▬ ▬▬ ▬▬▬ ▬▬ ▬ ▬▬▬▬▬ ▬▬ ▬▬▬ ▬ ▬▬▬ ▬▬▬▬ ▬ ▬▬ ▬▬▬ ▬▬ ▬▬▬ ▬ ▬▬▬▬ ▬▬ ▬▬▬ ▬▬ ▬ ▬▬▬▬▬ ▬▬ ▬▬▬ ▬ ▬▬▬ ▬▬▬▬ ▬ ▬▬ ▬▬▬ ▬▬ ▬▬▬ ▬ ▬▬▬▬ ▬▬ ▬▬▬ ▬▬ ▬ ▬▬▬▬▬ ▬▬ ▬▬▬ ▬ ▬▬▬ ▬▬▬▬ ▬ ▬▬ ▬▬▬ ▬▬ ▬▬▬ ▬ ▬▬▬▬ ▬▬ ▬▬▬ ▬▬ ▬ ▬▬▬▬▬ ▬▬ ▬▬▬ ▬ ▬▬▬ ▬▬▬▬ ▬ ▬▬ ▬▬▬ ▬▬ ▬▬▬ ▬ ▬▬▬▬ ▬▬ ▬▬▬ ▬▬ ▬ ▬▬▬▬▬ ▬▬ ▬▬▬ ▬ ▬▬▬ ▬▬▬▬ ▬ ▬▬ ▬▬▬ ▬▬ ▬▬▬ ▬ ▬▬▬▬ ▬▬ ▬▬▬ ▬▬ ▬ ▬▬▬▬▬ ▬▬ ▬▬▬ ▬ ▬▬▬ ▬▬▬▬ ▬ ▬▬ ▬▬▬ ▬▬ ▬▬▬ ▬ ▬▬▬▬ ▬▬ ▬▬▬ ▬▬ ▬ ▬▬▬▬▬ ▬▬ ▬▬▬ ▬ ▬▬▬ ▬▬▬▬ ▬ ▬▬ ▬▬▬ ▬▬ ▬▬▬ ▬ ▬▬▬▬ ▬▬ ▬▬▬ ▬▬ ▬ ▬▬▬▬▬ ▬▬ ▬▬▬ ▬ ▬▬▬ ▬▬▬▬ ▬ ▬▬ ▬▬▬ ▬▬ ▬▬▬ ▬ ▬▬▬▬ ▬▬ ▬▬▬ ▬▬ ▬ ▬▬▬▬▬ ▬▬ ▬▬▬ ▬ ▬▬▬ ▬▬▬▬ ▬ ▬▬ ▬▬▬ ▬▬ ▬▬▬ ▬ ▬▬▬▬ ▬▬ ▬ bbox=[794, 231, 941, 387]
headline: THE MOTHER COUNTRY. bbox=[49, 175, 126, 183]
article-body-texture: ▬▬ ▬▬▬ ▬ ▬▬▬▬ ▬▬ ▬▬▬ ▬▬ ▬ ▬▬▬▬▬ ▬▬ ▬▬▬ ▬ ▬▬▬ ▬▬▬▬ ▬ ▬▬ ▬▬▬ ▬▬ ▬▬▬ ▬ ▬▬▬▬ ▬▬ ▬▬▬ ▬▬ ▬ ▬▬▬▬▬ ▬▬ ▬▬▬ ▬ ▬▬▬ ▬▬▬▬ ▬ ▬▬ ▬▬▬ ▬▬ ▬▬▬ ▬ ▬▬▬▬ ▬▬ ▬▬▬ ▬▬ ▬ ▬▬▬▬▬ ▬▬ ▬▬▬ ▬ ▬▬▬ ▬▬▬▬ ▬ ▬▬ ▬▬▬ ▬▬ ▬▬▬ ▬ ▬▬▬▬ ▬▬ ▬▬▬ ▬▬ ▬ ▬▬▬▬▬ ▬▬ ▬▬▬ ▬ ▬▬▬ ▬▬▬▬ ▬ ▬▬ ▬▬▬ ▬▬ ▬▬▬ ▬ ▬▬▬▬ ▬▬ ▬▬▬ ▬▬ ▬ ▬▬▬▬▬ ▬▬ ▬▬▬ ▬ ▬▬▬ ▬▬▬▬ ▬ ▬▬ ▬▬▬ ▬▬ ▬▬▬ ▬ ▬▬▬▬ ▬▬ ▬▬▬ ▬▬ ▬ ▬▬▬▬▬ ▬▬ ▬▬▬ ▬ ▬▬▬ ▬▬▬▬ ▬ ▬▬ ▬▬▬ ▬▬ ▬▬▬ ▬ ▬▬▬▬ ▬▬ ▬▬▬ ▬▬ ▬ ▬▬▬▬▬ ▬▬ ▬▬▬ ▬ ▬▬▬ ▬▬▬▬ ▬ bbox=[950, 419, 1098, 475]
